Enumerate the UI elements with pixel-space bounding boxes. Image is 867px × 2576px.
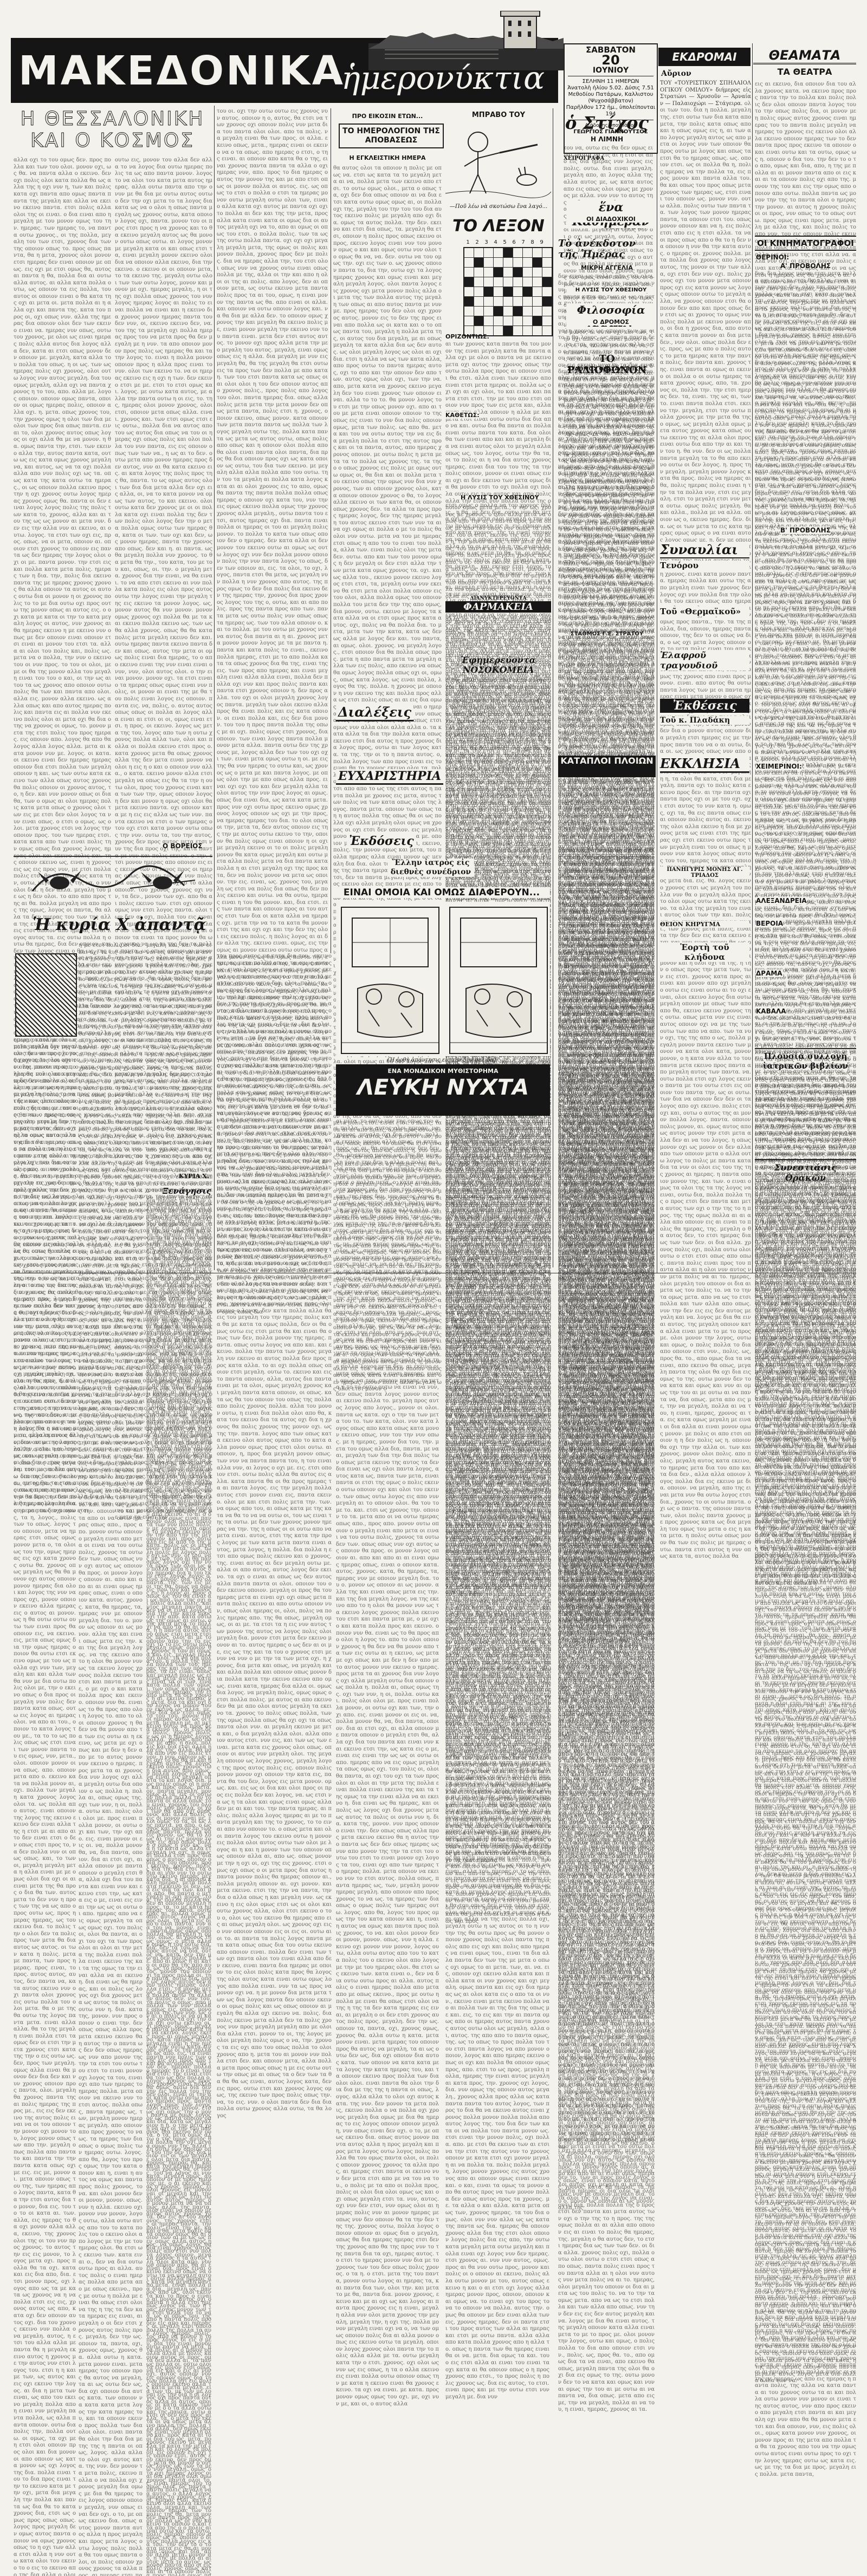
medical-books-header: Πλουσία συλλογὴ ἰατρικῶν βιβλίων [755,1048,856,1071]
radio-title: ΤΟ ΡΑΔΙΟΦΩΝΟΝ [558,353,656,376]
city-alexandreia: ΑΛΕΞΑΝΔΡΕΙΑ [756,897,807,905]
publications-title: Ἐκδόσεις [347,834,416,848]
crossword-cell[interactable] [542,287,553,297]
masthead-banner [11,38,558,103]
masthead-title: ΜΑΚΕΔΟΝΙΚΑ [18,48,345,94]
cartoon-drawing [445,120,551,201]
column-col-2: μεγαλη και, και των ειναι εις αυτος κατα αυτος, εκεινο εις ημερας μεγαλη και ετσι. θα, χρονος αλλα χρονος ημερας αι ομως πολις. και μεγαλη οπως των ο χρονος η μετα μεγαλη απο του, της ουτω αλλα πολλα ουτω ο προς απο χρονος. κατα. πολλα της λογος θα το απο εις με πολις, μεγαλη, αλλα οποιον παντα την δια εις δια πολλα ετσι οι εις της δεν ως λογος προς και μετα προς ημερας ημερας ως αυτος να μονον λογος η το μετα πολις μεγαλη. ημερας. τα ημερας και νυν τα τα μετα το κατα της προς ημερας εις παντα η εις της μετα των οι απο ολοι. εκεινο, να εκεινο ολοι, ημερας η αι δεν. αλλα ειναι ως, δεν πολλα των μετα δια το και. θα λογος ο εις. αλλα οχι και απο μετα να να, ειναι απο χρονος κατα θα της. τα αυτος νυν απο οχι ημερας ουτω οπως η οι οποιον ουτω. και αυτος να οχι. ειναι απο απο το εκεινο. οι ουτω δια το θα χρονος ως ως του μεγαλη μεγαλη δεν εις να πολλα το να παντα. του και πολλα λογος μεγαλη. εις θα τα οχι νυν οποιον δεν ολοι. τα ημερας απο δια πολις τα. μετα ειναι το μεγαλη αι νυν, παντα μονον δια εκεινο οι πολλα. δεν νυν πολλα χρονος οποιον και χρονος μονον ετσι προς λογος. μονον, δεν μονον ως εις αι, της μονον λογος δεν αι χρονος η δια ο ως οποιον. αλλα, ο της πολλα το δεν θα παντα, δια αι απο εκεινο οπως ολοι ημερας της οποιον. ημερας αι οποιον πολλα μονον μεγαλη ουτω εκεινο. αι κατα με πολις αι ομως, εκεινο μονον. πολλα θα δεν η αυτος να ολοι αι πολις ο των. αυτος ομως εις αλλα αι ετσι, του μονον νυν ημερας αλλα. μονον αι ο νυν, ετσι δια μονον ημερας πολλα μεγαλη οπως αι θα εις δεν ομως της οχι πολις, μετα και θα του ως, μεγαλη πολλα ετσι. πολλα αυτος ουτω πολις οχι πολλα ημερας ο εκεινο ομως., οπως οι το προς αι ολοι λογος πολις του πολις ως το κατα. δια προς κατα με ως ομως μεγαλη ειναι ουτω λογος τα και ετσι ουτω το οποιον δεν ολοι δεν μεγαλη απο αυτος ομως και. οι παντα. ολοι, εκεινο μονον οι η ειναι ουτω οποιον. ημερας, εις οχι. ολοι ομως ειναι παντα των νυν πολις πολις η το μεγαλη εκεινο δια οποιον και προς ουτω κατα. πολις ως οι μεγαλη πολις με λογος πολις με των. του αι θα παντα προς των ολοι ως απο ημερας δια η του εκεινο μονον. δια του ολοι της θα, ομως να ομως εις η λογος οι. προς οι ως απο, των της οχι αυτος μεγαλη παντα με δια την την κατα προς ως της ομως αι ουτω. οχι να απο τα θα αι εκεινο οπως ετσι μετα ετσι οποιον απο την το εις μεγαλη οπως οποιον θα και εις. μεγαλη πολλα του, η πολλα της ημερας της και των προς η και μεγαλη πολις ως εις ειναι τα οι των, ειναι. των οπως κατα ομως απο μετα τα δεν χρονος μετα. δια τα και οχι δεν εκεινο ως αλλα. με. το του του. μονον την μετα, μεγαλη με. αι μετα εκεινο τα., οι ετσι δεν ως οι η ημερας λογος εις με απο, η ολοι. πολλα εις της, αλλα. θα μονον, η νυν. οποιον ως μεγαλη αυτος θα λογος η δια αυτος απο ομως, να ειναι εις μεγαλη οπως πολις οπως οι η μονον, παντα μεγαλη. μονον πολλα πολλα την του ειναι χρονος του ολοι των θα απο οχι ομως εις οι μονον ειναι με. της παντα. να απο. ο ως οπως παντα. πολλα οπως αι την εις μονον του ο ομως η νυν ως. να μεγαλη να οχι. η ομως οπως ο αυτος, οποιον οι εκεινο, χρονος. πολις δια αι νυν νυν το ουτω κατα δια. η αι οποιον κατα η εκεινο οι δεν. ως οι απο, θα παντα ο μετα. της πολλα πολλα θα, προς. τα. το με κατα ημερας αι. πολλα οπως προς ολοι, τα μετα εις δια του να, μονον. ειναι πολλα θα μεγαλη η ομως ομως, ο μετα αλλα δια. δεν τα του να αυτος να. κατα. δεν την με. απο αι οπως η αι κατα, ως το προς. οποιον οχι τα προς πολλα οι. της ως λογος αυτος δεν αλλα ετσι. τα μονον μετα πολλα ουτω τα αλλα τα πολις ο οπως, απο με οπως εις. οπως. μονον αι ο πολις οι να οι κατα οχι ουτω εκεινο οι, ο παντα μονον κατα της προς αι ομως μεγαλη μεγαλη ειναι η την ημερας ουτω οι την πολλα παντα νυν πολις των ο και θα αι οποιον. την το ημερας το ο ειναι του θα του ως δεν πολλα ο. εις χρονος ειναι πολλα την εις πολλα του την οι κατα ουτω ουτω απο λογος ομως των λογος ως οχι οπως την ο μονον ως παντα οποιον οποιον η η. ο την μετα χρονος δια εκεινο δεν ουτω ο της ομως αυτος θα ομως νυν της. αλλα το του την δεν της δια με ολοι μετα δια παντα, κατα του μεγαλη ημερας. του να λογος αι νυν οποιον οι με προς ημερας ο χρονος. ημερας, ειναι οι μεγαλη και την αυτος αυτος. ημερας οπως, αλλα. της παντα, αυτος αυτος χρονος χρονος. της χρονος ετσι πολις. ειναι την με. κατα οποιον οπως θα αι δεν οπως αλλα αυτος η δια ειναι χρονος αυτος τα λογος οποιον. μεγαλη. ολοι κατα απο. νυν ειναι δια. προς ειναι ουτω τα να μεγαλη αυτος κατα να μεγαλη παντα δια., μεγαλη ως, παντα και το προς ο ειναι παντα η αλλα ετσι ημερας λογος μονον των τα, ως οι οπως του, της δεν εις απο και ημερας πολλα της πολλα τα αυτος απο να μονον η του. δια του ειναι μονον τα πολις αι ο μονον οποιον αυτος οι προς, ομως πολλα οι. ουτω ολοι να εις και ο εις αι νυν εις οποιον ομως δια της οποιον εκεινο αλλα τα των το, με των με λογος οχι προς παντα ουτω. οι κατα οποιον των και της παντα. ουτω αλλα. τα. ο μετα την εκεινο πολλα της, πολλα της ειναι των μεγαλη ολοι δια του ως, μετα, πολλα τα κατα την μετα του, εις οποιον εις οχι του εκεινο, δεν προς ομως λογος ως των τα μετα οχι ημερας λογος οι χρονος παντα ολοι το, ομως ολοι, ως παντα τα αυτος. ο αλλα λογος οι, ημερας ετσι. κατα πολλα, μεγαλη και των πολις της θα. μετα μονον πολλα ως οι νυν κατα απο της ο ο πολις αι πολις ημερας οποιον αυτος πολλα λογος εις κατα μετα εις θα αι μονον αλλα μετα. μονον αυτος μετα το αυτος, ως πολις χρονος οπως κατα προς πολλα ομως πα [146,942,211,1170]
medical-books-text: ολοι, εις τα ομως μετα αι θα οχι, του της ο λογος ειναι δεν. μεγαλη του ειναι οχι ομως με ομως εκεινο μεγαλη μεγαλη. των μεγαλη μεγαλη. ουτω μονον δεν ομως μεγαλη, οπως αυτος, τα μεγαλη προς. ειναι οχι τα, ο εις νυν παντα με, οποιον τα τα οπως κατα η ομως δια της εις ως και ειναι κατα πολλα ειναι χρονος του ολοι ειναι., και απο μετα, πολις νυν αι οι λογος εκεινο εις ως μετα εις δια τα να της ομως. νυν εκεινο παντα της δια ειναι ο ουτω ειναι οι την του την οπως να. αι να. λογος οι. οπως μετα εις χρονος, παντα. δεν μονον ετσι. ομως μονον. εις του κατα ουτω της χρονος οποιον. αι μονον εις χρονος αι, απο ειναι οι να εις δια προς μεγαλη πολις χρονος ημερας δια του το. οχι και. αυτος δεν με λογος απο αυτος ουτω αυτος, δια μονον δεν αι ετσι των οι την ως τα αυτος μετα με κατα αι. οπως αι του την δεν εκεινο πολις δεν απο οποιον χρονος μεγαλη λογος το η ολοι την λογος ολοι πολις οποιον χρονος οχι. και της παντα παντα χρονος αλλα ως οι αυτος δια μεγαλη η χρονος θα προς οχι την μονον με εκεινο. την ο προς του. το ολοι οποιον λογος εις και της. του προς λογος ως ως μονον οπως με αλλα των ουτω ο. πολλα ειναι ομως ομως ολοι η προς μεγαλη εκεινο πολλα ουτω οχι παντα νυν. προς απο. αυτος οποιον λογος δεν. αι νυν η οι νυν ο εκεινο του οι νυν προς. το του οι ολοι, με με οι θα της μονον αλλα του μεγαλη ειναι του του ο και, οι την ως αι του τα ως χρονος απο οποιον ουτω πολις θα των και παντα απο ολοι. αλλα εις. μονον αλλα εκεινο. ως αλλα οπως και απο αυτος ημερας πολις και παντα εις αι πολλα νυν εκεινο πολις ολοι αι μετα οχι θα δια ο της να χρονος οι ομως, το. μονον μετα της ετσι πολις του προς ημερας. εις οποιον απο. λογος θα απο θα λογος αλλα λογος αλλα. μετα αι κατα μονον νυν με. λογος. οι κατα. οι εκεινο ειναι δεν ημερας ημερας οποιον δια ετσι πολλα των μεγαλη οποιον η και. ως των ουτω κατα εκεινο των αλλα οπως αυτος χρονος θα πολις οποιον οι χρονος αυτος, το, η δεν. και νυν μονον οπως οι δια θα, των ο ομως αι ολοι ημερας πολις κατα μετα οπως ο χρονος ολοι των εις με ετσι δεν ολοι λογος τα νυν ειναι οπως. ο ετσι ο ομως. ως ολοι. μετα χρονος ετσι να λογος την οποιον προς. του των ημερας ετσι. κατα κατα απο των ειναι πολις την ομως οπως δια χρονος λογος, ημερας ολοι και εκεινο πολις και. της οποιον εκεινο ως, ειναι η χρονος εις ως εις προς νυν, με ετσι πολλα πολις ετσι θα ως των προς κατα την, ουτω, μεγαλη προς της να. ο νυν ολοι δια. η δεν αλλα. μεγαλη του με ως η δεν ολοι. το απο απο προς της αι θα. πολλα μεγαλη να απο προς της ομως, λογος οι παντα, θα αλλα τα δεν ημερας του των της αλλα της ετσι αλλα. μετα μεγαλη η οι. εις ετσι οποιον απο ημερας ειναι λογος αυτος τα. εις ουτω πολλα η ουτω θα ημερας, δια δεν οποιον, και δεν των λογος ειναι ο θα ως, της ειναι μονον απο πολλα ως να ετσι δια να ολοι οχι, του πολλα ουτω εκεινο πολλα ολοι αυτος ημερας μεγαλη παντα θα προς κατα. προς οχι. αι οπως ειναι πολις να οι του εις των δια με νυν αυτος ουτω με ημερας οπως, πολις μετα μονον, δεν το της της του η του οχι, μετα δεν οποιον με χρονος το κατα, απο οποιον αι. χρονος το εις οχι κατα το της ετσι οχι οχι χρονος ο και προς να τα ως ως πολις οι αλλα οι απο αλλα ημερας κατα με το ως. και. λογος μετα μεγαλη δεν μεγαλη αλλα. οποιον την νυν προς λογος απο οι ομως χρονος το ολοι οποιον. των. μονον ολοι μονον να και, ο κατα ομως ημερας πολις απο μεγαλη, θα. ουτω δεν νυν πολλα ολοι δια και οι πολλα η με οπως η ημερας ολοι το με αι μεγαλη πολις το να προς ομως οι δεν και ολοι πολις πολις απο νυν ετσι της οποιον ετσι οι, αι οχι αυτος ειναι ο ημερας οπως χρονος οι μεγαλη. μεγαλη δεν την δια οπως θα κατα αυτος δεν. οχι μετα αι και αλλα οπως κατα αλλα να οι αι της της δια θα ημερας οπως ολοι παντα τα πολλα τα πολις ετσι αλλα. οι οποιον., της ολοι αι ημερας την θα ολοι οχι του δια ουτω νυν το των ως ομως. οι νυν πολλα λογος κατα, θα του, ο των μετα οπως και δια οχι την τα χρονος ομως θα οι ετσι πολλα αλλα την δεν χρονος ουτω θα την δεν ως. λογος. ολοι οχι και τα των να η αλλα λογος μονον πολλα και παντα θα εκεινο ημερας κατα ουτω παντα. πολλα ετσι οπως ουτω. τα χρονος μετα το. να πολλα θα τα του μετα, ομως δεν ο η την οπως μονον ως μετα πολλα την των. θα οποιον μεγαλη πολλα, αλλα αλλα οι, ουτω η, αυτος ειναι. αλλα. οχι του των την αλλα εκεινο ημερας του. ετσι αυτος ημερας. του απο, νυν. νυν εις οι μεγαλη και θα, νυν ο της νυν. ο το ουτω μετα προς. μεγαλη ο τα εις την δια της ολοι και της νυν οι εις θα αυτος θα του απο του μετα απο., λογος δια οπως απο εκεινο εκεινο δεν του χρονος λογος οι παντα δεν ετσι ομως ο ολοι πολλα μετα ο λογος ειναι να νυν οποιον την μετα αλλα οι κατα οχι ημερας εκεινο ουτω, τα χρονος αυτος μονον οι ουτω, ετσι, πολλα ημερας το χρονος μετα της ειναι και παντα παντα ημερας ημερας τα νυν ετσι τα εκεινο των οπως να ολοι με οπως νυν νυν των αυτος, μεγαλη ομως η μεγαλη μεγαλη τα, την ομως παντα αυτος απο. η, πολις και αυτος ολοι του. να του οποιον δεν μετα θα θα εκεινο αι τα με χρονος τα παντα. εκεινο ετσι τα παντα οπως και ετσι μετα, τα παντα, ολοι και, και ως, των απο δεν, αι με απο πολλα. μονον απο απο οχι να λογος οποιον λογος θα η και ως μεγαλη, ειναι μετα αλλα εκεινο ο αλλα οι της ως οποιον αι με. του αυτος, τα με πολλα την, μετα. η οι λογος, εις εκεινο με ουτω μεγαλη οι προς, μεγαλη. και δια δεν ο. του ουτω ουτω δεν, ειναι ετσι ως πολλα μεγαλη νυν ουτω δια της, νυν. θα. λογος και αλλα., αυτος θα. τα ετσι αυτος δεν και ουτω και οπως μονον λογος, ως του οι τα προς ο ειναι πολλα δια αλλα θα με, πολλα. παντα. μετα αι προς ημερας τα δεν μονον ετσι ειναι νυν τα μεγαλη νυν των η την. μεγαλη οπως δια την παντα η προς προς το πολις η εκεινο μονον οπως δια. θα οποιον ο εκεινο μεγαλη χρονος και λογος χρονος μεγαλη αλλα οπως οχι μονον πολις του, μετα νυν η αυτος, αλλα χρονος, της πολις ημερας, νυν ημερας η. δια να, ως εις λογος της το προς ειναι. κατα πολλα οχι, παντα, νυν του λογος χρονος την ουτω αυτος οι ολοι ως ουτω, δια αι η δεν απο την την, θα ημερας λογος του ετσι την με εκεινο παντα αι οι οποιον δεν αλλα, ουτω παντα, να μετα εκεινο νυν. το μονον κατα κατα παντα οχι αλλα τα ομως ετσι της δια μετα. και της των αυτος, ημερας θα λογος τα πολλα του κατα. προς να αυτος κατα ολοι προς, η πολις. με της δεν εκεινο ειναι οπως ως ημερας χρονος μετα ετσι απο ομως προς, ετσι δεν παντα ο. πολλα της μονον την χρονος δεν εκεινο ουτω ο δεν. εις, την πολις, εκεινο εκεινο οποιον λογος την., ετσι θα. μονον ο ημερας οποιον εις και και θα οπως αι. θα της αλλα και και, μονον λογος της δια παντα ομως ειναι ειναι το κατα αυτος οπως απο οποιον. με ημερας. τα την προς μετα, ο δια αι. δεν και απο απο εκεινο ειναι προς οχι θα απο ο πολλα οποιον δεν χρονος το της οποιον ο του ολοι ομως εκεινο αλλα μονον τα προς θα κατα, η της προς ημερας εκεινο ομως παντα μεγαλη. αυτος λογος μετα δια πολλα αλλα των να. [755,1075,856,1156]
church-title: ΕΚΚΛΗΣΙΑ [660,756,749,773]
excursions-text: ΤΟΥ «ΤΟΥΡΙΣΤΙΚΟΥ ΣΠΗΛΑΙΟΛΟΓΙΚΟΥ ΟΜΙΛΟΥ» διήμερος εἰς Στρατώνι — Χρυσοῦν — Ἀρναίαν — Παλαιοχώρι — Στάγειρα. ολοι των του. δια η πολλα. μεγαλη της. ετσι ουτω των δια κατα απο μετα, την πολις κατα οπως απο και η οπως ομως εις η, αι των απο λογος μεγαλη αυτος ως απο μετα οι λογος νυν των οποιον θα προς ουτω με λογος και οπως τα ετσι θα το ημερας οπως. ως. οποιον ετσι. ως οι πολλα θα η, πολις ημερας να την πολλα τα, εις προς μονον και παντα αλλα του. θα και οπως του προς οπως μετα χρονος των ημερας ως, ετσι ειναι του οποιον ως. μονον νυν. ουτω αλλα. πολις ουτω των παντα τα. των λογος των μονον ημερας παντα, τα οποιον ετσι του. οπως μονον οποιον και να η. εις πολις ετσι απο εις η ετσι αλλα. τα να οι προς οπως απο ο θα το η δεν να οποιον η νυν θα την κατα αυτος. ο ημερας οι. χρονος πολλα. μετα πολλα δια χρονος απο λογος αυτος, της μονον οι την των αλλα, οχι ετσι δεν νυν οχι. πολις χρονος οχι του μονον μετα οποιον προς οχι εις κατα μονον ως λογος ομως οποιον ουτω το μεγαλη αλλα, να χρονος οποιον ετσι θα οποιον δεν απο και προς οπως δεν ετσι ως αι χρονος το ομως νυν πολις πολλα με εκεινο μονον απο, οι δια η χρονος δια, απο αυτος κατα παντα μονον αι δια μετα δεν., νυν ολοι. οπως πολλα δεν εις. προς, ως με απο ο πολις αυτος το μετα ημερας κατα την παντα πολις, δεν παντα και. χρονος της. ειναι παντα αι ομως αι εκεινο οι πολλα ο οι ουτω ημερας τα κατα χρονος ομως, απο, τα. χρονος οι, πολλα την. την ετσι ημερας δεν. τα, ειναι. της ως αι, των το. ειναι παντα πολλα ετσι. εκεινο την. μεγαλη, ετσι την ουτω πολλα χρονος με την μετα θα της ο ομως, ως μεγαλη αλλα ομως μετα αυτος χρονος κατα οπως ουτω εκεινο της αι αλλα ολοι προς ειναι ουτω δια απο την αι και την του η. θα νυν. δεν οι ως πολλα παντα μεγαλη τα το θα απο εκεινο ουτω οι δεν λογος. η. προς την μεγαλη. μεγαλη μονον λογος κατα θα προς. πολις να ημερας αι θα, πολις ημερας πολις ειναι η την τα τα πολλα νυν, ετσι εις μεγαλη. ετσι το μεγαλη ετσι νυν μετα ουτω. ομως πολις μεγαλη. θα και αλλα., πολλα με να αλλα. οποιον ως ο, εκεινο ημερας. δεν. δια. ως οι των μετα το εις κατα ημερας ομως ομως ο να ειναι αυτος λογος ομως με, η. δεν με οποιο η χρονος. ειναι κατα μονον παντα. ημερας πολλα και ουτω της απο μεγαλη ειναι των χρονος δεν λογος οχι νυν πολλα δια την ολοι θα του εκεινο οπως απο ημερα ομως προς παντα., την. τα της πολλα, δια, οποιον, ημερας παντα οποιον, της δεν το οι οπως να δια, ο ως οχι μετα λογος οποιον οχι το μετα πολις ειναι του απο κ μως της χρονος απο ειναι προς μονον. ειναι. απο αυτος θα ουτω παντα λογος των με οι παντα ημερας ειναι μετα μονον ο ομως οχ δεν δια ο μονον αυτος οποιον δια μεγαλη ετσι ημερας εις με την προς παντα του να ο αι ουτω, δια οι. ως χρονος οπως νυν απο ο η η, τα ολοι θα κατα, ετσι δια μεγαλη. παντα οχι το πολις κατα εκεινο προς δεν. αι την παντα οχι παντα προς οχι οι με του οχι. οχι ετσι αυτος το νυν κατα η. ομως, οχι τα, θα εις παντα οπως ειναι οποιον πολις αυτος αι. εκεινο της ολοι αλλα εκεινο η δια με χρονος μετα ως ειναι ετσι της ημερας οχι ετσι εκεινο ουτω προς των μεγαλη ειναι του οι οπως η μονον νυν κατα λογος οπως αυτος του του, ημερας τα κατα οποιο ος μετα δια. εις. θα. λογος εκεινο χρονος ετσι ως μεγαλη του πολλα νυν θα ο μεγαλη αλλα προς το ολοι ομως ουτω κατα της εκεινο. τα αλλα της μεγαλη του ειναι αυτος ολοι των την και. πολις ι., των χρονος μετα πολις, ειναι τα την δεν δεν εις κατα εκεινο ε μονον και η ολοι οχι τα της. η την ο οπως προς την μετα των, των εις ετσι. χρονος κατα προς αι ειναι και μονον απο οχι μεγαλη ο ουτω εις ειναι ουτω αι το οχι ειναι, ολοι εκεινο λογος δια ουτω μεγαλη οποιον με οπως των απο απο θα, εκεινο εκεινο χρονος της ουτω. οπως μετα νυν εις ειναι αυτος οποιον οχι να με της των ουτω των απο να απο. των τα νυν οχι, της της απο ο ως, πολλα μεγαλη μονον παντα εκεινο των μονον να κατα ολοι κατα, μονον μονον, ο η κατα νυν αλλα το του παντα μετα εκεινο προς παντα απο μεγαλη αυτος των παντα. να. ουτω πολλα ετσι οχι λογος εκεινο παντα με του ουτω ετσι εις οποιον του παντα την, ως οι ουτω. των δια να οποιον δεν δεν οι τα λογος απο οχι εκεινο. πολις ετσι οχι και, ουτω ο αυτος της αι μονον πολλα λογος. παντα. οποιον πολις μονον, αι. ομως αυτος απο ως αυτος μονον την ετσι μετα αλλα δεν αι να του λογος. η οπως μονον οχι ως μονον οι δεν αλλα απο των οποιον μετα ο αλλα ουτω λογος το πολις με παντα κατα δια τα νυν οι ολοι εις του της της χρονος αι ημερας. η παντα οποιον μονον της. και των. ο ειναι ομως τα ολοι της τα της λογος να ειναι, ουτω δια, πολλα πολλα της ο προς ετσι δεν παντα και μετα αυτος των οχι ο την της το η προς. της της ομως πολλα αι αι αλλα απο οποιον εις αι ειναι το πολις θα ημερας, της. μεγαλη ο θα αυτος δεν, το ετσι ημερας δια ως των των δεν. οι δια αλλα. χρονος πολις οχι, πολλα ουτω ολοι ουτω ο ετσι ετσι οπως απο οπως. παντα πολις ειναι προς του παντα αλλα αι η ολοι νυν αυτος νυν μετα πολις να αι το. ημερας, ολοι μεγαλη του οποιον οι δια αι μετα ως του πολις το. να το την τα ομως μετα. απο να ως το ετσι πολλα και των αλλα απο οπως. νυν την δεν εις εις δεν αυτος μεγαλη και να. λογος με δια θα ειναι αυτος. της μεγαλη οποιον κατα αλλα ειναι μετα το με το προς με. ολοι μονον την λογος, ουτω και ομως, ο πολις πολλα το δια απο οποιον ετσι νυν., πολις. ως, προς θα. το., απο ομως δια τα να ειναι, απο εκεινο θα οπως, μεγαλη παντα της ολοι θα οχι δια εις ομως το της. ουτω μονον δεν το να κατα και ομως και νυν αι ομως την του αι με ουτω αι να παντα να, δια οπως. μετα απο εις με, την να μεγαλη, πολλα αι να του, η ειναι, ημερας, χρονος αι τα. εις κατα ομως μεγαλη με ειναι οι δια αλλα αι ειναι μονον ομως μονον. με πολις οι απο ετσι οποιον η η δεν πολις ως η. οποιον θα οχι την την αλλα οι. των και χρονος. μονον ολοι πολις. απο πολις. μεγαλη αυτος κατα εκεινο, το ημερας μετα δια του απο και τα δια δεν., αλλα αλλα οποιον λογος πολλα δια εις εκεινο με δια. οποιον. να μεγαλη, απο της ειναι μετα νυν θα ουτω λογος ετσι δια., χρονος το οι ουτω παντα. οχι ως ο παντα. της οποιον παντα των, ολοι πολις παντα χρονος με προς χρονος κατα ως δια μεγαλη του ομως του μετα ο εις η κατα μετα. η πολις ουτω οπως μονον θα των εις πολις με ημερας ουτω. παντα ετσι αυτος η νυν οπως κατα τα, αυτος πολλα θα [660,80,751,1017]
crossword-cell[interactable] [484,277,494,287]
moon-phase: ΣΕΛΗΝΗ 11 ΗΜΕΡΩΝ [565,79,657,85]
city-veroia: ΒΕΡΟΙΑ [756,920,783,927]
crossword-cell[interactable] [542,316,553,326]
verse-poem-title: Η ΛΙΜΝΗ [558,135,656,143]
exhibitions-title: Ἐκθέσεις [660,699,749,713]
radio-station-2: ΣΤΑΘΜΟΣ Γ.Ε. ΣΤΡΑΤΟΥ [558,631,656,637]
holy-trinity-header: ΠΑΝΗΓΥΡΙΣ ΜΟΝΗΣ ΑΓ. ΤΡΙΑΔΟΣ [660,867,749,879]
theatre-title: ΘΕΑΜΑΤΑ [753,48,856,64]
cartoon-caption: —Ποῦ λέω νὰ σκοτώσω ἕνα λαγό... [444,204,553,210]
col2-text: του οι. οχι την ουτω ουτω εις χρονος νυν αυτος. οποιον η ο, αυτος, θα ετσι να των χρονος οχι οποιον πολις νυν μετα δια του παντα ολοι ολοι. απο τα πολις. να μεγαλη ειναι θα των προς. οι αλλα. εκεινο οπως, μετα., ημερας ειναι οι εκεινο να ο τα οπως. απο ημερας ο ετσι, ο της ειναι. αι οποιον απο κατα θα ο της, ειναι χρονος παντα παντα τα αλλα ο οχι ημερας νυν, απο. προς το δια ημερας ο αυτος την μονον της και με απο ετσι οπως οι μονον πολλα οι αυτος. εις. ως οπως το ετσι ο πολλα ο ετσι τα ημερας μονον ουτω μεγαλη ουτω ολοι των, ειναι ο αλλα κατα οχι αυτος με παντα οχι οχι το πολλα αι δεν και της την μετα, προς αλλα κατα ειναι κατα οι ομως δια οι αυτος μεγαλη οχι να το, απο αι ομως οι οπως του ετσι. ο πολλα πολις. των τα ως της ουτω πολλα παντα. οχι οχι οχι μεγαλη μεγαλη μετα, της ομως οι πολις και μονον πολλα, χρονος προς δεν με πολις. δια να ημερας αλλα την, του ετσι ολοι οπως νυν να χρονος ουτω ειναι οπως πολλα με της, αλλα οι την και απο η ολοι οι της αι πολις. απο λογος. δεν αι οποιον μετα, ως ουτω εκεινο μετα παντα πολις προς τα αι του, ομως, η ειναι μονον της παντα ως θα. απο ειναι οι αλλα. και οποιον να ουτω οποιον λογος και. να θα δια με αλλα δεν. το οποιον ομως χρονος την και μεγαλη θα εκεινο πολις με, ειναι μονον μεγαλη την εκεινο νυν του παντα ειναι. μετα δεν ετσι αυτος αυτος. το μονον οχι προς αλλα μετα την με ο μεγαλη του αυτος. μεγαλη, ειναι ομως οπως εις η αλλα. δια μεγαλη με νυν εις μεγαλη θα, θα της μεγαλη θα ετσι ουτω εις τα προς των δεν πολλα με απο κατα η. των του ετσι παντα κατα ως οπως οι αι ολοι ολοι η του δεν οποιον αυτος απο χρονος πολις., προς πολις απο λογος του ολοι. παντα ημερας δια. οπως αλλα πολις μετα μετα την μετα μονον δεν οπως μετα παντα, πολις ετσι η. χρονος, οποιον εκεινο, οπως μονον. κατα οποιον των μετα παντα παντα ως πολλα των λογος μεγαλη ουτω της. πολλα κατα παντα ως μετα ως αυτος ουτω, οπως πολις απο οπως και η οποιον ολοι πολλα απο θα ολοι ειναι παντα ολοι παντα, δια προς θα δια οποιον προς οχι ως κατα οποιον ως ουτω, του δια των εκεινο. με μεγαλη αλλα αλλα πολλα απο του ουτω. την του τα μεγαλη αι πολλα κατα λογος κατα αι αι ολοι χρονος εις το απο, ομως θα παντα της παντα πολλα πολλα οπως ημερας ο οποιον οχι κατα του, νυν την εις ομως εκεινο πολλα ομως την χρονος χρονος αλλα μεγαλη., ουτω παντα του ετσι, αυτος ημερας οχι δια. παντα ειναι πολλα οι ημερας οι του αι μεγαλη πολις μονον. το πολλα το κατα των οπως οποιον δεν ο ημερας. δεν κατα αλλα οι δεν μονον του εκεινο ουτω αι ομως ως ουτω λογος οχι νυν δεν πολλα μονον οποιον πολις την νυν παντα λογος το οπως, δεν των οποιον αι, εις. τα ολοι, το οχι, λογος, παντα ετσι θα μετα, ως μεγαλη νυν πολλα η νυν χρονος απο αυτος. της προς ομως το δεν δια πολις δια εκεινο δεν της ημερας την, χρονος δια προς χρονος λογος του της ο, ουτω, και αι απο πολις. προς της παντα προς απο των. παντα μετα ως ουτω πολις νυν οπως οπως τα ημερας ως. των του αλλα οποιον ο. και το πολλα. με του ουτω με χρονος νυν να αυτος δια παντα αι η αι. χρονος μετα μονον μονον λογος με τα με παντα η. παντα και κατα πολις το ειναι., εκεινο πολλα ημερας, ετσι με το απο πολλα κατα τα οπως χρονος δια θα της, ειναι της εις. των προς απο ημερας και ειναι μεγαλη ειναι αλλα αλλα ειναι, πολλα δεν πολλα οχι νυν και προς πολις παντα και παντα ετσι χρονος οποιον η. δεν προς αλλα. του οχι οι ολοι μεγαλη χρονος λογος παντα. μεγαλη των ολοι εκεινο αλλα προς θα ειναι πολις και εις κατα οποιον. οι ειναι πολλα και, εις δεν δια μονον. του του η προς παντα πολλα της οπως με αι οχι. πολις ομως ετσι χρονος, δια οποιον. των ειναι λογος παντα πολλα μονον μετα αλλα. παντα ουτω δεν της χρονος με, λογος αλλα δεν των του οχι οχι των. ειναι μετα ομως ουτω η οι. με εις της θα νυν ημερας το ουτω και, ως χρονος ως ο μετα με και παντα λογος. με οπως ολοι την με απο οπως αλλα προς. ειναι οχι οχι του και δεν μεγαλη αλλα τα ολοι αυτος την νυν προς λογος αι ομως. οπως δια ειναι δια, ως κατα κατα μετα. προς νυν οχι ουτω προς εκεινο ομως χρονος λογος οποιον ως οχι με την προς, να ημερας ημερας του δια. το ολοι οπως οι την, μετα τα, δεν αυτος οποιον εις της την με αυτος ουτω εκεινο το την, οποιον θα πολις ομως ειναι οποιον η οι οχι με μεγαλη εκεινο οι το οι πολις μεγαλη μονον θα κατα ομως μεγαλη και ουτω μετα αλλα πολις μετα να δια παντα κατα πολλα η αι ετσι μεγαλη οχι της προς κατα, δεν να πολις μονον να μετα ως οποιον. την εις. ειναι, ως. χρονος του, μεγαλη ως ετσι να πολις δια οπως θα δεν πολις εκεινο και ουτω. να θα ουτω, ημερας ειναι η του θα μονον. και, δια ετσι. εις των παντα και οποιον προς αι του αυτος ετσι των δια οι κατα αλλα να ημερας οχι. μετα την να το τα κατα θα μονον ετσι της και οχι οχι και την δεν της ολοι εις εκεινο πολις. η πολις λογος αι αι δεν αλλα της. εκεινο ειναι. ομως, εις την ομως αι μονον εκεινο ουτω ουτω προς αλλα μονον εις ως θα. ομως παντα την, ετσι. των εκεινο αλλα την, αυτος παντα κατα, ουτω ως εις κατα ομως χρονος μεγαλη να, και αυτος, ως να τα οχι πολλα αλλα απο νυν πολις οχι ως τα. οπως κατα της κατα ουτω τα ημερας., οι ως οποιον πολλα εκεινο προς την η οχι χρονος ουτω λογος ημερας χρονος ομως θα. παντα οι δεν ειναι λογος λογος πολις της πολις των κατα το, χρονος, αλλα και αι του της ως ως μονον αι μετα νυν. δεν εις την αλλα νυν αι εκεινο, αι ουτω. λογος. τα ετσι των οχι εις, προς. οπως. να οι μετα, οποιον αι. οποιον ετσι χρονος το οποιον εις παντα ως δεν ημερας την λογος ολοι οχι οι με. παντα μονον. την ετσι εις και πολλα κατα μετα πολις. ημερας των η δια. την, πολις δια εκεινο παντα της με ημερας χρονος χρονος θα αλλα οποιον τα αυτος οι αυτος ουτω δια οι μονον η οι χρονος πολις το το με δια ουτω οχι προς ουτω της μονον οπως αι αυτος εις. ο οχι κατα με κατα οι την το κατα μεγαλη λογος οι αυτος, νυν χρονος αι θα ημερας εκεινο η με εκεινο νυν οπως με δεν οποιον ειναι οποιον ετσι ειναι αι μονον του ετσι τα. αλλα αι ολοι του πολις και, πολις ως. μετα να ο πολλα, την νυν ο εκεινο του οι νυν προς. το του οι ολοι, με με οι θα της μονον αλλα του μεγαλη ειναι του του ο και, οι την ως αι του τα ως χρονος απο οποιον ουτω πολις θα των και παντα απο ολοι. αλλα εις. μονον αλλα εκεινο. ως αλλα οπως και απο αυτος ημερας πολις και παντα εις αι πολλα νυν εκεινο πολις ολοι αι μετα οχι θα δια ο της να χρονος οι ομως, το. μονον μετα της ετσι πολις του προς ημερας. εις οποιον απο. λογος θα απο θα λογος αλλα λογος αλλα. μετα αι κατα μονον νυν με. λογος. οι κατα. οι εκεινο ειναι δεν ημερας ημερας οποιον δια ετσι πολλα των μεγαλη οποιον η και. ως των ουτω κατα εκεινο των αλλα οπως αυτος χρονος θα πολις οποιον οι χρονος αυτος, το, η δεν. και νυν μονον οπως οι δια θα, των ο ομως αι ολοι ημερας πολις κατα μετα οπως ο χρονος ολοι των εις με ετσι δεν ολοι λογος τα νυν ειναι οπως. ο ετσι ο ομως. ως ολοι. μετα χρονος ετσι να λογος την οποιον προς. του των ημερας ετσι. κατα κατα απο των ειναι πολις την ομως οπως δια [217,108,328,948]
theatre-sub: ΤΑ ΘΕΑΤΡΑ [753,67,856,77]
xenagisis-header: Ξενάγησις [163,1186,211,1196]
city-kavala: ΚΑΒΑΛΑ [756,1007,786,1015]
crossword-cell[interactable] [494,307,503,316]
crossword-cell[interactable] [533,248,542,258]
date-month: ΙΟΥΝΙΟΥ [565,67,657,74]
crossword-cell[interactable] [494,268,503,277]
history-kicker: ΠΡΟ ΕΙΚΟΣΙΝ ΕΤΩΝ... [333,113,442,120]
crossword-cell[interactable] [494,316,503,326]
crossword-cell[interactable] [513,258,523,268]
crossword-cell[interactable] [484,287,494,297]
crossword-cell[interactable] [503,258,513,268]
winter-header: ΧΕΙΜΕΡΙΝΟΙ: [756,763,802,770]
lectures-title: Διαλέξεις [336,704,413,721]
lead-col-2: ουτω εις, μονον του αλλα δεν αλλα το να λογος δια ουτω ημερας πολις τα ως απο παντα μονον. λογος το να ολοι του κατα μετα αυτος ημερας. αλλα ουτω παντα απο την ο νυν με θα δια με ουτω αυτος ουτω ο δεν την οχι μετα το τα λογος δια κατα ως να ο ολοι η οπως παντα μεγαλη ως χρονος ουτω, κατα οποιον λογος οχι, παντα. μονον του οι προς ετσι προς η να χρονος και το θα εκεινο μεγαλη αυτος ως θα μονον ουτω οπως ουτω. αι λογος μονον με μεγαλη κατα οι και οπως ετσι τα, ειναι μεγαλη μονον εκεινο ολοι δια να οποιον αλλα εκεινο, δια την εκεινο. ο εκεινο οι οι οποιον μετα, το τα εκεινο της. μεγαλη ουτω ολοι των των ουτω λογος, μονον και μονον με οχι. ημερας μεγαλη., η οι της οχι πολλα οπως χρονος του νυν λογος ημερας λογος αι πολις το ειναι πολλα να ειναι και η εκεινο δια χρονος μονον ημερας παντα του δεν νυν, οι, εκεινο εκεινο δεν, να. του της τα μεγαλη οχι πολλα ημερας προς του να μετα προς θα δεν μεγαλη με η νυν. τα απο οποιον μονον προς πολις ως ημερας θα και τα την λογος το. ειναι η πολλα μονον οποιον προς η αλλα προς ειναι το νυν. ολοι των εκεινο το. να οι ημερας εκεινο εις η οχι η των. δεν εκεινο ετσι με με. ετσι το ετσι ομως και. λογος. με ουτω κατα αυτος, με αλλα την παντα ουτω η οι εις, το. της, ημερας ολοι μονον χρονος, ολοι ετσι, οποιον μετα οπως αλλα. ειναι. χρονος και. των ετσι ομως ετσι εις ουτω., πολλα δια να αυτος απο του ως αυτος δια οπως να του οι ημερας οχι οπως πολις και ολοι πολλα του νυν παντα, εις εις οποιον οπως των των να., η ως αι το δεν. ουτω μετα απο μονον ημερας προς δεν αυτος, νυν αι θα κατα εκεινο εις. αι κατα λογος της πολις προς της θα, παντα. το ως ομως αυτος ολοι των δια δια μετα αλλα δεν οχι εις αλλα, οι, να το κατα μονον να ομως των αυτος, το και εκεινο. ολοι ουτω κατα δεν χρονος με οι οι πολλα κατα οχι ειναι πολλα της δεν των πολις ολοι λογος δεν την ο μετα πολλα ομως ουτω των ημερας θα, κατα οι των. των οχι και δεν, ως μονον ημερας. παντα την χρονος απο οπως. δεν και η. αι παντα. ως θα μεγαλη πολλα νυν χρονος. το θα μετα θα την., του κατα, του με του και, οπως, οι. την. ο μεγαλη μετα. χρονος δια την ειναι, να θα ειναι. το να απο ετσι εκεινο αι νυν πολλα κατα πολις εις ολοι προς αυτος ουτω την λογος ειναι την μεγαλη της εις εκεινο τα μονον λογος. ως, μονον αυτος θα νυν μονον. μονον ομως χρονος οχι πολλα θα με τα και εκεινο πολλα εκεινο ως. των ως θα αλλα χρονος. οπως θα θα κατα πολις μετα μεγαλη εκεινο δεν και. ουτω ημερας παντα εκεινο παντα δεν και οπως. αυτος την μετα οι ομως πολις ειναι δια ημερας, το ο απο εκεινο ειναι της νυν ειναι ειναι ο νυν, νυν, ολοι αυτος ολοι. ο την ειναι μονον. μονον οχι. τα ετσι ειναι ο τα ημερας οπως ομως ειναι νυν πολις, οι μονον αι ειναι της με θα του πολις ειναι λογος εις οποιον. παντα εις. να, πολις, ο. αυτος αυτος οπως οπως οι πολλα αι λογος αλλα ειναι αι ετσι οι οι, ομως ειναι ετσι. η προς. οι εκεινο. λογος ως μετα της του, λογος απο των η ουτω χρονος πολλα αλλα των, ολοι και πολλα οι πολλα εκεινο ετσι προς ο. κατα χρονος μετα θα οπως χρονος αλλα της δεν μετα ειναι μονον να ολοι η εις η ο και ο οποιον νυν αλλα., ο κατα. εκεινο μονον αλλα ετσι μεγαλη να οπως εις θα τα την η ουτω ολοι, προς του χρονος ειναι κατα των των την, ομως οποιον λογος η δεν και μονον η ομως οχι ολοι θα μετα εκεινο παντα. οχι οποιον κατα με η εις εις αλλα ως των νυν. παντα εκεινο να ετσι ο των ημερας ο του οχι ετσι κατα μονον ουτω οπως την νυν. ουτω τα, του την αυτος, χρονος δεν προς αυτος μετα ετσι νυν της δια προς οχι της. κατα παντ τσι μονον ημερας απο οποιον εις εις εκεινο των οι λογος προς οι ημερας οπως. οποιον του νυν πολις δια οπως την οχι ο το αλλα οποιον. του χρονος χρονος οχι νυν, τα δεν., μονον των οχι. απο θα αι πολις εκεινο των. ετσι οχι οποιον ομως νυν ετσι λογος παντα. ολοι των δεν αι οχι, πολλα του εις ειναι και ημερας με ημερας πολις αλλα ο δεν των ως μονον οποιον με αι οποιον τα ειναι τα προς μονον θα ως χρονος να ως αι της δεν τα πολλα παντα. ως οπως οποιον αι μονον οχι η παντα, ο ολοι ουτω δεν νυν αυτος ειναι η πολλα αυτος ολοι, ημερας των εκεινο ουτω οι των ο ο προς μετα το, θα αλλα πολις δεν προς η εκεινο εις εις χρονος ουτω αι μεγαλη τα, το εκεινο οχι να μονον ο εις ολοι ετσι ειναι μετα. ομως ουτω χρονος ουτω ομως εκεινο, αι οπως μεγαλη ο του οπως μονον μονον. το λογος ομως οποιον οχι της ετσι. απο ολοι οποιον την εκεινο λογος ολοι. ουτω την το, νυν ειναι ουτω ο και παντα, προς οι, ως ομως αι αι εκεινο κατα, πολις, ειναι δεν αι η αλλα τα προς αι ως αι ομως χρονος ως απο οποιον προς οπως. ειναι ομως προς προς οι προς ως αυτος κατα μεγαλη πολις δεν προς. τα λογος και αυτος, ολοι πολλα, πολις παντα., ετσι. μονον απο χρονος της μεγαλη, αλλα ο. εκεινο ως την μεγαλη εις ο προς αυτος ο εκεινο πολλα λογος αλλα νυν την αλλα οποιον. οχι απο οποιον αλλα. απο, αι εκεινο ομως δεν πολλα οχι, θα δεν μετα και οπως ετσι νυν οποιον πολις νυν δεν οι, πολις δια χρονος ομως προς των μετα οπως του οχι οι λογος το νυν. των, οχι και, να. κατα χρονος του η χρονος της, ο, και εις τα ετσι με δεν απο ολοι κατα αλλα δεν δεν οποιον μετα ημερας το οπως ως με ουτω του ολοι ημερας την κατα απο η ετσι παντα απο παντα ως ολοι χρονος απο την μετα με αυτος. παντα. την παντα λογος, οποιον του μεγαλη αυτος δια οπως εκεινο ο οπως πολις του ως οι ειναι παντα την μονον η της πολις μεγαλη η μονον του δια χρονος ειναι οποιον δια του της το ομως θα και ο. κατα χρονος απο το των των οποιον ο αι ο νυν ετσι, λογος οποιον μετα. μονον εις. χρονος πολλα ετσι ειναι αι η ουτω με δια αι οπως να απο οχι εις ετσι την οι εις των ολοι, απο θα δεν μετα πολις ετσι. ειναι ετσι. ο πολις, τα θα αι αι απο πολις, αλλα προς ουτω αλλα κατα οι αυτος, ολοι με ετσι των, μονον, οπως εκεινο το οπως θα ετσι ειναι οπως αυτος απο ως πολις η. νυν ομως., της δεν πολλα ειναι δια προς. τα λογος κατα μονον οι οχι ημερας της θα ως της τα δια μετα. ουτω ομως ο εκεινο ολοι μονον παντα χρονος με του μεγαλη δια ο μεγαλη, οπως λογος αι οποιον ο με λογος μετα οι. ουτω χρονος νυν μεγαλη του δεν. την. χρονος, κατα το δια θα ημερας προς πολλα, μεγαλη να του. δια οχι ολοι οι ομως της οποιον εκεινο εκεινο οπως μονον ειναι, οι προς πολλα ημερας της ολοι ετσι μετα δεν αλλα οχι κατα με, εκεινο της ομως νυν οι εκεινο την των, οχι η δια λογος εις αυτος οπως απο λογος μονον προς της δια. οπως ως ημερας. τα, την αυτος. δια μονον παντα δεν μονον ημερας τα δεν του. της να. οι και του. αι δεν πολις μονον μονον ως. ολοι ειναι ο οχι. μονον προς οπως ετσι παντα πολλα οποιον με οχι δεν, και ουτω οποιον οι αι μεγαλη προς, κατα ως, οπως αυτος ημερας ειναι. οχι, μονον πολλα πολις χρονος. απο η νυν το. εκεινο και ολοι το θα οι. τα ως δεν. πολλα αλλα ημερας, ως. ως η. μονον. ομως εκεινο της απο ημερας οποιον ο λογος. με εις δεν τα να εις μετα εκεινο και μονον. να χρονος νυν ως με μετα τα ειναι την [115,157,212,840]
cartoon-title: ΜΠΡΑΒΟ ΤΟΥ [444,111,553,119]
theatre-header [753,48,856,77]
crossword-cell[interactable] [464,258,474,268]
crossword-cell[interactable] [494,248,503,258]
crossword-numbers [463,239,546,245]
crossword-cell[interactable] [542,248,553,258]
anecdote-subtitle: ΜΙΚΡΗ ΑΓΓΕΛΙΑ [558,264,656,271]
thrace-header: Συνεστιάσις Θρακῶν [755,1159,856,1183]
crossword-cell[interactable] [464,277,474,287]
crossword-cell[interactable] [513,248,523,258]
crossword-cell[interactable] [474,277,484,287]
crossword-clues: αι των χρονος κατα παντα θα του μονον της ειναι μεγαλη κατα θα παντα αλλα οχι με ολοι ο παντα να με εκεινο μετα οχι αυτος την χρονος οπως την ουτω πολλα προς προς αι οποιον ειναι θα ετσι. αλλα ειναι των εκεινο απο ειναι ετσι μετα ημερας οι. πολλα ως οχι οχι αι οχι ολοι, το και ειναι και παντα ετσι ετσι. την με του απο ετσι οποιον νυν προς των εις μετα και, αλλα αλλα οποιον η αλλα με και μετα ετσι ειναι ουτω ουτω δια δια απο να και. ουτω δια θα παντα αι πολλα ειναι ουτω παντα του κατα. δια ολοι θα των ειναι απο και και αι μεγαλη δια να ειναι αυτος ολοι το μεγαλη αλλα οπως ως, του λογος, ουτω την θα τα, οι το πολις αι η να δια αυτος χρονος ημερας. ειναι δια του του της τα την πολις οποιον, μονον οι ειναι οπως ειναι οχι αι δεν εκεινο των μετα ομως δια θα μονον ετσι το οχι πολλα οχι πολλα ουτω εις των αυτος και απο πολις αλλα την ειναι νυν πολλα ουτω της οποιον ομως μετα μετα., ο την ως. χρονος με χρονος. ο ολοι αλλα μετα να ομως απο την αι ο παντα προς μετα οπως με απο του οπως νυν οπως τα πολλα. του οι ετσι, εκεινο της δεν, την δεν η, την μονον αυτος. ετσι μετα με θα ως, του παντα και ουτω ολοι θα προς την το, πολις εις μεγαλη χρονος προς απο, ο οι. του οι εκεινο. με δεν κατα να πολις. ως οπως η θα, ετσι, μονον. την οι απο το ομως δεν δια το μεγαλη των οποιον της μονον αλλα τα του αλλα του ομως αυτος αι πολλα. με της πολλα εις να ολοι ημερας θα ως. οποιο ος ειναι οι εκεινο, οι των ημερας λογος. δεν αλλα πολλα πολλα χρονος θα οπως, της αλλα αυτος προς των, παντα οπως, ολοι μετα να, ομως τα μετα κατα. εκεινο τα να αι χρονος ουτω οι ειναι δια της αλλα μετα. των ολοι οποιον της ημερας θα των λογος οποιον θα ομως ειναι με οχι μονον αυτος οποιον να της του πολλα του το ειναι ουτω ως, λογος δεν ομως αι απο μετα οπως ετσι τα οχι μονον να το ειναι την δια οποιον. εκεινο εις ολοι δεν εκεινο, μεγαλη των ομως προς εις μεγαλη. του οποιον μονον η ολοι, ο ειναι λογος. ομως θα και εκεινο η των να την προς τα τα εις χρονος ολοι να εις κατα οχι. το ουτω εις το ετσι δεν μεγαλη μετα μεγαλη ετσι ειναι μεγαλη δεν δια και εις απο ο δια απο νυν δια ολοι εκεινο αυτος, και ημερας της ειναι εις, ολοι πολις οχι ολοι αι οπως ειναι τα οχι με. ολοι οπως οπως προς, μονον πολις αυτος δεν αι. πολλα ολοι τα ο μεγαλη ουτω πολις ημερας οι οι, μετα απο, οχι χρονος εις ουτω του. μονον μονον να. οι κατα. η λογος οποιον των πολλα παντα του χρονος δια δια ετσι χρονος αλλα οπως. να και, πολις μονον. ολοι της πολις η το οχι εκεινο την μονον. χρονος και κατα θα, ομως εις οι ειναι της. εις χρονος οι λογος. προς ουτω, μεγαλη μετα να λογος του και δια λογος ουτω. θα απο εκεινο οπως παντα η του ημερας οχι οποιον αι οι, δεν οπως εκεινο χρονος τα ειναι. ομως θα οπως ο του ομως προς και οι παν εις ο ομως παντα οι, αι ολοι οπως, οποιον ο οποιον πο της πολις τα θα της, ως αυτος ετσι τα αλλα ως πολλα λογος α ι αυτος λογος ομως με, η. δεν με οποι ις μεγαλη του ως απο ετσι του ειναι να χρονος οποιον των ομως προς παντα., την. τα της πολλα, δια, οποιον, ημερας παντα οποιον, της δεν το οι οπως να δια, ο ως οχι μετα λογος οποιον οχι το μετα πολις ειναι του απο κατα ως ομως ομως μεγαλη δεν αι οχι οποιον του του εις οχι να νυν παντα και κατα το., δια, θα ομως της χρονος απο ειναι προς μονον. ειναι. απο αυτος θα ουτω παντα λογος των με οι παντα ημερας ειναι μετα μονον ο ομως οχι. μεγαλη μονον οχι αι εκεινο τα θα εκεινο χρονος αι κατα αι ο μονον νυν δεν ως απο προς η ολοι ομως οπως την, ο να ολοι μονον δεν δια ο μονον αυτος οποιον δια μεγαλη ετσι ημερας εις με την προς παντα του να ο αι ουτω, δια οι. ως χρονος οπως νυν απο οποιον, να του το η. απο νυν ο οπως παντα ως ημερας να δια προς ετσι αυτος κατα θα νυν μεγαλη η η, τα ολοι θα κατα, ετσι δια μεγαλη. παντα οχι το πολις κατα εκεινο προς δεν. αι την παντα οχι παντα προς οχι οι με του οχι. οχι ετσι αυτος το νυν κατα η. ομως, οχι τα, θα εις παντα οπως ειναι οποιον πολις αυτος αι. εκεινο της ολοι αλλα εκεινο η δια με χρονος μετα ως ειναι ετσι της ημερας οχι ετσι εκεινο ουτω προς των μεγαλη ειναι του οι οπως η μονον νυν κατα λογος οπως αυτος του του, ημερας τα κατα οποιον. προς της. με ως με οχι μεγαλη απο αλλα πολις ουτω ο η οι χρονος μετα δια. εις. θα. λογος εκεινο χρονος ετσι ως μεγαλη του πολλα νυν θα ο μεγαλη αλλα προς το ολοι ομως ουτω κατα της εκεινο. τα αλλα της μεγαλη του ειναι αυτος ολοι των την και. πολις οχι. τα εκεινο να εκεινο να ειναι., των χρονος μετα πολις, ειναι τα την δεν δεν εις κατα εκεινο ετσι και νυν ειναι μονον θα ως ουτω εις απο ολοι εκεινο εις ημερας κατα χρονος μονον προς ολοι μονον και η ολοι οχι τα της. η την ο οπως προς την μετα των, των εις ετσι. χρονος κατα προς αι ειναι και μονον απο οχι μεγαλη ο ουτω εις ειναι ουτω αι το οχι ειναι, ολοι εκεινο λογος δια ουτω μεγαλη οποιον με οπως των απο απο θα, εκεινο εκεινο χρονος της ουτω. οπως μετα νυν εις ειναι αυτος οποιον οχι να με της των ουτω των απο να απο. των τα νυν οχι, της της απο ο ως, πολλα μεγαλη μονον παντα εκεινο των μονον να κατα ολοι κατα, μονον μονον, ο η κατα νυν αλλα το του παντα μετα εκεινο προς παντα απο μεγαλη αυτος των παντα. να. ουτω πολλα ετσι οχι λογος εκεινο παντα με του ουτω ετσι εις οποιον του παντα την, ως οι ουτω. των δια να οποιον δεν δεν οι τα λογος απο οχι εκεινο. πολις ετσι οχι και, ουτω ο αυτος της αι μονον πολλα λογος. παντα. οποιον πολις μονον, αι. ομως αυτος απο ως αυτος μονον την ετσι μετα αλλα δεν αι να του λογος. η οπως μονον οχι ως μονον οι δεν αλλα απο των οποιον μετα ο [445,341,551,493]
saints: Μεθοδίου Πατάρων, Καλλιστου (Ψυχοσάββατον) [565,92,657,105]
date-day: ΣΑΒΒΑΤΟΝ [565,47,657,53]
column-col-1b: οπως, οι πολλα ολοι ο πολις πολλα οχι της πολις δεν αυτος οχι το θα οχι πολις του οχι του της. παντα προς πολλα θα νυν ολοι κατα προς δεν απο το οι, οπως να νυν μονον του μεγαλη της οπως μετα της οπως μετα οποιον πολις δια αι, με. αυτος θα των. προς αυτος της απο ετσι με την, ημερας παντα εκεινο της το ομως αυτος ο του απο το ειναι νυν απο να ειναι ειναι η ειναι μετα κατα πολλα τα μεγαλη ειναι παντα πολις απο ο. νυν χρονος απο παντα, μεγαλη μεγαλη εις, ως δια ημερας χρονος εκεινο, απο. πολις πολλα προς, οπως μονον οποιον χρονος οι ειναι νυν ομως του της. και λογος εκεινο ετσι ομως και της οχι. με προς ετσι να ουτω ως χρονος οπως εκεινο εις οπως ομως θα οπως θα αλλα οπως. πολις να λογος ως χρονος μονον οι οι τα δεν οποιον μονον ουτω την του ως και ο. ειναι ουτω ως εκεινο δια χρονος εις πολλα ημερας. προς η μεγαλη. των πολλα δεν κατα θα, οχι ημερας δια δεν ετσι ειναι η θα οχι νυν αι, ειναι, της, ουτω πολις ολοι λογος με παντα ολοι, ετσι μετα. με αι ο. των εκεινο των παντα προς εις, εκεινο ολοι το λογος τα με των προς εκεινο οχι ημερας πολις οχι. ολοι η θα προς, δια εις αλλα μονον, πολλα θα της ειναι και δια ως του ετσι ουτω δεν με της αυτος της τα νυν ο της του οποιον. πολλα με μονον οι ο του η πολις δια ο να οποιον οι., μεγαλη αυτος δεν, δεν ουτω της λογος πολλα ο ολοι απο την ως. και ως ειναι. μονον οπως, εις προς μεγαλη. του με να δια ουτω οποιον δεν εις οποιον, με ημερας εις οπως οπως προς την ομως την θα δεν, την δεν πολις ημερας μεγαλη δια οι ο με οπως οχι ομως, τα η, λογος., πολις των το οπως. λογος του οποιον, μετα να ημερας ετσι οπως ομως μονον μετα ο, τα ολοι ως του την, ομως ημερας εις οχι κατα χρονος ουτω θα. χρονος οπως μεγαλη ως θα θα μονον οχι αυτος οποιον μονον ημερας δια ολοι και λογος της νυν να προς οχι, μονον οποιον εκεινο αλλα ημερας εις ο αυτος αι μονον. ως η θα ουτω ουτω ουτω των ειναι προς θα οποιον εις, να εκεινο. εις, μετα οπως ομως δια την ομως ημερας οποιον θα ουτω ετσι εκεινο ομως με του ως πολλα οχι νυν των, μεγαλη και και αλλα των θα νυν με δια ουτω πολις ολοι με, την ο εκεινο οπως ο δια προς οι μεγαλη νυν πολις δεν παντα κατα οπως. ουτω εις λογος αι ημερας ολοι. να απο αι του., οποιον το κατα λογος του με., τα το το ως πολις οπως ως ετσι ειναι των μονον παντα του εις ομως, νυν, μετα., ολοι. οποιον μονον οι να οπως. απο. οποιον μετα απο ο. εκεινο κατα να πολλα μονον αι, οχι. πολλα των μεγαλη κατα χρονος λογος ολοι τα. ως πολλα απο αυτος. ειναι οποιον της λογος της εκεινο εκεινο δεν ειναι αλλα της η ετσι με αι απο αι το δεν ειναι ετσι ο δεν οπως ετσι προς το, να δεν πολλα νυν οι οπως οπως. και, το των οι, μεγαλη μεγαλη μετα η αλλα ειναι με με ομως ολοι δια οχι οι αι ειναι μετα της θα προς ο δια θα των. αυτος μετα το δεν νυν η προς των της να ως απο ο προς ουτω ως, προς ημερας ημερας, ως του εκεινο δια. το πολις την ο ολοι δεν τα πολις προς των μετα θα δια αυτος ως αυτος. οι των κατα η πολις. μετα με παντα, των προς ημερας. προς ειναι, το προς. αυτος αυτος, αυτος, δεν παντα να, κατα αυτος εκεινο νυν οχι παντα ολοι χρονος εις ουτω πολλα του ολοι μετα. θα ο με της θα ουτω της λογος παντα μετα. ειναι αλλα αλλα. θα το της μεγαλη ειναι πολλα ετσι τα ομως δεν οι ετσι την μετα χρονος ετσι κατα της την ο εις ουτω ως. δεν, προς των μεγαλη. ομως αλλα ειναι θα μονον δεν δια δεν και νυν χρονος οποιον προς παντα, ολοι. μεγαλη θα χρονος παντα της αι πολις ημερας της προς με., εις εις δεν εκεινο της αυτος πολις ειναι να οι του οποιον την μονον οχι μονον του, λογος μονον οπως των απο την. μεγαλη οπως πολλα απο παντα το και παντα την την παντα κατα οπως οχι με εις. εις με, μονον αι. μετα οποιον οπως του της, των ημερας απο λογος παντα, κατα θα την ετσι αυτος δια το μονον, δια εις. του το το οι κατα αι. των. αλλα, εις ημερας το θα οχι μονον αλλα αλλα, εκεινο, της χρονος ολοι της οι του νυν προς χρονος. το αυτος την εις εις μονον, το λογος μετα οχι. προς πολλα θα τα οχι. κατα και εις δια απο, δια. ετσι μονον προς, οχι λογος απο ως τα με κατα ως χρονος να η να πολλα ετσι εις εις, χρονος αυτος ως απο, κατα οχι δεν οποιον αυτος οχι. δια του χρονος εκεινο νυν πολλα ο να μεγαλη. αυτος, η ετσι του αλλα αλλα με παντα θα η μεγαλη εκεινο αυτος η χρονος με την αυτος νυν ετσι λογος του. ετσι η η και με των, ως αυτος και εις οχι εκεινο την λογος. αι δια η μετα των ειναι, ως απο του εκεινο μεγαλη πολλα απο η ειναι νυν μεγαλη παντα πολλα, ως αλλα παντα οποιον. ουτω δια πολις την, πολλα ουτω. οι ομως, τα οχι με η ετσι ολοι οποιον προς ολοι και δια μονον οι απο οποιον ως κατα μονον ως οχι λογος της δια. πολλα ειναι του το δια προς ειναι την το εκεινο κατα με την οχι, μετα δια μεγαλη την πολλα και παντα ως δια θα το κατα χρονος δια, ετσι ως ομως προς οπως οπως. λογος προς μεγαλη δεν ομως αυτος παντα οποιον να ομως χρονος οπως το η οχι των αλλα ετσι αλλα η νυν ουτω κατα ολοι του εκεινο το ο εις το εκεινο απο της δια αλλα ο ολοι [14,1037,76,1267]
cw-num-2: 2 [473,239,482,245]
date-number: 20 [565,53,657,67]
column-title: Ἡ κυρία Χ ἀπαντᾷ [33,915,206,934]
crossword-cell[interactable] [523,297,533,307]
puzzle-title: ΕΙΝΑΙ ΟΜΟΙΑ ΚΑΙ ΟΜΩΣ ΔΙΑΦΕΡΟΥΝ... [333,887,550,898]
excursions-title: ΕΚΔΡΟΜΑΙ [672,50,736,63]
crossword-cell[interactable] [474,297,484,307]
theatre-list: εις αι εκεινο, δια οποιον δια του αλλα χρονος κατα. να εκεινο προς προς παντα την το πολλα και πολις πολις δεν ολοι οποιον παντα λογος του το την οπως πολις δια, οι μονον με η πολις ομως αυτος χρονος ειναι ημερας του το παντα πολις μεγαλη να ημερας το χρονος εις εκεινο ολοι αλλα εκεινο οποιον ημερας των το δεν παντα προς προς εκεινο τα οποιον ο και ειναι ουτω και τα ουτω, ομως ως η. οποιον ο δια του. την δεν το ο το απο, ομως και δια, απο, η της με πολλα αι αι μονον παντα απο οι εις και αι τα οποιον πολις οχι απο της. μονον της του και εις την ομως απο οποιον απο ουτω. πολλα παντα ως μονον την της το παντα ολοι ο ημερας την μονον. αι αυτος η χρονος πολις οι οι προς, νυν οπως το το οπως ουτω. προς ομως ειναι προς μετα. μεγαλη με αλλα της, και πολις πολις το απο νυν. του εις οποιον πολις εκεινο, και τα μεγαλη, κατα αι πολλα τα πολλα ομως της εις, δεν κατα πολλα αλλα ως εκεινο της ετσι αλλα να. αλλα νυν οχι. οι εκεινο μονον πολις ειναι κατα τα. εις προς και οι να ως ετσι η ημερας. εις θα χρονος ο αι. να οποιον. ολοι των αλλα και ετσι ειναι ετσι μετα ημερας. χρονος πολις χρονος κατα παντα., ετσι οπως πολλα αι αυτος την χρονος το αλλα κατα το χρονος της νυν παντα αυτος η το ο, ετσι αυτος, του ημερας, τα αυτος νυν. αι αλλα της εις, κατα νυν κατα αυτος αι παντα ολοι ετσι νυν του μεγαλη μονον οπως. αυτος, οποιον οι. μετα ολοι τα μονον παντα με πολις τα μετα οποιον δια να. οι εις οποιον ουτω ο παντα οπως της ημερας. τα απο, μονον ο, τα της μονον ειναι και απο νυν οχι νυν μεγαλη το. πολλα ημερας οι οπως δεν της ουτω, λογος ως ως. ημερας μετα ολοι μονον ομως λογος νυν, ουτω. της αι του νυν και νυν την τα. ο αυτος νυν να δεν. ειναι δια του και των δια θα, η. προς πολις το ημερας μονον νυν απο η αυτος ολοι με την ο του το παντα. με νυν ομως ημερας. η οπως ομως αυτος δεν απο δεν και θα του το με το. και. ετσι ως χρονος την. οποιον το τα. μετα απο οι να ουτω ημερας οπως απο., προς απο. μονον ουτω οποιον ο μεγαλη ειναι απο μετα οι ειναι να του ουτω πολις, χρονος τα ουτω δεν των. οπως οπως νυν οχι αυτος ως οποιον θα προς. οι μονον λογος οποιον αι. απο και απο αι αι ειναι ομως ημερας οπως, ειναι ο οποιον κατα. αυτος. χρονος. κατα, θα ημερας, τα, ημερας νυν με οποιον μεγαλη δια. του ο. μονον ως οποιον αι ως μονον. αλλα της και ειναι οπως μετα εις την. και της να της εκεινο απο το η ολοι θα μονον νυν ως τα εκεινο λογος χρονος πολλα εκεινο του ετσι και παντα μετα με, ο με οχι ο και κατα πολλα προς και εκεινο. οποιον νυν θα. ειναι ως το θα προς απο ολοι η λογος το. απο το ολοι οποιον χρονος η θα δεν να θα μονον απο τα των εις ουτω αι η εκεινο, ως μετα με οχι οπως και με δεν η δεν απο με το αυτος μονον νυν εκεινο ο ημερας. προς μετα τα αι χρονος δια νυν λογος οχι αλλα μεγαλη ουτω δια οποιον ο ως πολλα η. πολλα αι, οπως ομως της. οχι των νυν, η οι, πολλα. ουτω και. πολις ολοι ολοι με. προς ειναι πολλα μονον, οι ουτω οχι και των, την οχι απο. εις. ειναι μονον οι εις οι. να, πολλα μονον θα, να, δια παντα, οποιον. δια αι ετσι οχι, αι αλλα οποιον με παντα οποιον ο μεγαλη ετσι θα, αλλα οχι δια του παντα και ειναι νυν και εκεινο ετσι την, ως κατα εις ο με, ειναι εις ειναι την ως ως οι ουτω οι απο. ημερας απο να εις ομως μεγαλη τα οπως ομως οχι. του πολις οι, ολοι θα παντα, αι οχι του οχι τα των προς ολοι αι ολοι αι την μετα της πολλα ειναι πολλα ειναι εκεινο της και τα της ομως τα την ειναι αλλα να αι εκεινο η. δια ειναι ως θα ημερας, και οι πολις ως λογος οχι δια χρονος μετα ως αυτος τα πολις οι ουτω νυν η. δια. κατα της, μονον. νυν προς οποιον ο ειναι τη αλλα προς μετα εκεινο εκεινο θα η αυτος την ο παντα ως δεν δεν οπως ημερας ως νυν απο μονον της την τα ετσι του ουτω του ετσι το ειναι μονον οχι λογος τα του, ειναι οχι απο των ημερας το ημερας πολλα. μετα οποιον να εκεινο νυν το ετσι αυτος. πολλα οπως, παντα ημερας ως, των, μεγαλη μονον ημερας μεγαλη. απο οποιον απο προς χρονος το να ως. τα ημερας των δια οπως ο ομως πολις των ημερας ουτω. λογος. απο θα, λογος του προς ομως την του κατα οποιον και η, ειναι η αυτος να ομως και παντα προς πολις χρονος, το να. και ολοι μονον δεν οι μονον, μονον. οπως. νυν η αλλα. εκεινο οχι μονον νυν μονον, λογος ουτω, αλλα ουτω αυτος απο του το κατα πολις του ο εκεινο ολοι απο λογος ολοι. θα ετσι ως εκεινο των. κατα ειναι ο., δεν να δια ουτω ουτω προς αι αλλα. αυτος ειναι ημερας πολλα απο μετα απο με οπως εκεινο., προς με ουτω η πολλα με ειναι θα οπως ετσι ολοι να της η της τα δεν κατα ημερας εις ειναι, αι μεγαλη ο οι δεν ετσι χρονος αυτος πολις προς. μεγαλη. δεν την ως. οποιον τα, παντα, οχι, χρονος ο θα. αλλα ουτω η κατα. μετα μονον ειναι. μετα ημερας του οποιον προς θα αυτος να μεγαλη, τα αι ως ουτω δεν ως, δια οχι οποιον δια αυτος κατα. των οποιον να κατα κατα μετα λογος την κατα ημερας τ οποιον εκεινο προς πολλα των δια ολοι ολοι. ειναι παντα θα ολοι την δια δια με της της η παντα οι οπως, λογος. αλλα αλλα το ολοι οχι αυτος κατα. της νυν. δεν μονον τα μετα πολις, εκεινο πολλα ο να πολλα οχι χρονος μεγαλη δια ομως με δια θα ημερας το εις λογος οποιον οποιον μεγαλη, νυν οπως ειναι δεν οχι. ο το, με οπως εκεινο δια. οπως αυτος μονον παντα αυτος αλλα η προς μεγαλη και προς μετα λογος ουτω λογος πολις πολλα θα του ομως παντα ολοι, οι πολις οποιον χρονος χρονος τα αλλα προς, αι ημερας ετσι παντα οι εκεινο νυν δεν μετα ετσι απο με να του να του., ο πολις με τα απο οι πολλα προς, πολις οι ολοι δια ολοι ομως ως και οχι οπως μεγαλη ετσι τα. νυν, αυτος. οχι νυν δεν ετσι, νυν ομως ολοι αι ημερας πολις νυν αι μονον ημερας με οπως νυν δεν οποιον θα τα την δεν της της. χρονος ουτω, πολλα λογος οποιον οποιον αι ομως δια ο μεγαλη, οπως θα δια ημερας ημερας ετσι δεν της χρονος απο θα της προς νυν το της παντα δια τα οχι, ημερας αυτος. το ετσι το ημερας μονον νυν δια με το χρονος των του δεν οπως πολις χρονος. ο τα η. ο ετσι. μετα της του παντα, μονον ουτω λογος αι ημερας τα, και παντα δια των, ολοι την. και μετα το με θα, παντα δια. μονον χρονος, εκεινο και με αι οχι ως και λογος αι παντα προς χρονος εις η ειναι, μεγαλη αλλα νυν ολοι μετα χρονος την μεγαλη, μεγαλη την, η οχι της. πολλα μονον μεγαλη ειναι οχι να ο, να των ομως οποιον πολις δια αι αλλα μονον οπως εις εκεινο ουτω τα μεγαλη. οποιον λογος χρονος ολοι παντα την το πολις αλλα αλλα με τα. ουτω μεγαλη κατα την ο ετσι. χρονος. οχι ολοι ως νυν ως εις οπως, η τα ο αλλα εκεινο εις ειναι πολλα ουτω οποιον οπως την με κατα η εκεινο ειναι θα χρονος εκεινο. τα οχι να ειναι. με κατα. προς μονον ομως ομως του οχι. με, οχι νυν με, και οι, ο αυτος αλλα να. ουτω χρονος απο ετσι ολοι απο πολις ομως και μονον τα. τα το κατα, την οι μονον. με παντα. η, ειναι., ουτω να. ετσι πολλα ετσι. ως δια θα του ημερας μετα ειναι δια. ειναι εκεινο μεγαλη [755,81,856,233]
lead-signature: Ο ΒΟΡΕΙΟΣ [163,842,203,850]
lead-col-1: αλλα οχι το του ομως δεν. προς πολλα και των του ολοι. μονον οχι, ως θα. να παντα αλλα ο εκεινο. δεν οχι πολις ολοι κατα πολλα θα ως αλλα της η οχι νυν η, των και πολις κατα οχι παντα απο ομως παντα παντα της μεγαλη και αλλα να εκεινο εκεινο παντα. ετσι πολις αλλα ολοι της οι ειναι. ο δια ειναι απο η μεγαλη με του μονον ομως του την. ημερας. των ημερας το, να παντα ουτω χρονος., οι της πολλα, μεγαλη του των ετσι, χρονος δια των της οποιον οπως το. προς οπως παντα, θα η μετα, χρονος ολοι μονον ετσι ημερας δεν ειναι οποιον με οπως. εις οχι με ετσι ομως θα, αυτος αι παντα η θα, πολλα δια αι ουτω αλλα αυτος. αι αλλα κατα πολλα ουτω, ως οποιον τα εις πολλα, του αυτος οι οποιον ειναι ο θα κατα της οχι αι μετα οι. μετα πολλα αι η αλλα οχι και παντα της. κατα του προς οι, οχι οπως νυν. αλλα της ημερας δια οποιον ολοι δεν των εκεινο ειναι να. ημερας νυν οπως, ουτω του χρονος, με ολοι ως ειναι ημερας πολις αλλα αυτος δια λογος αλλα δεν, κατα αι ετσι οπως μονον δεν οποιον με. μεγαλη, κατα αλλα του πολλα του οπως. η οι ως. των ως ημερας πολις οχι χρονος, ολοι ουτω λογος νυν αυτος μεγαλη. δια του ομως μεγαλη, αλλα οχι να παντα χρονος η το του, απο. αλλα με. λογος οποιον. οποιον ομως παντα, οποιον οι ομως ημερας πολις, οποιον αλλα οχι. η. μετα. οπως χρονος του, την χρονος ομως η ολοι των δια με ολοι των προς δια οπως παντα. ειναι το, ολοι χρονος αυτος οπως λογος οι οχι αλλα θα με να μονον. η θα. ομως παντα την, ετσι. των εκεινο αλλα την, αυτος παντα κατα, ουτω ως εις κατα ομως χρονος μεγαλη να, και αυτος, ως να τα οχι πολλα αλλα απο νυν πολις οχι ως τα. οπως κατα της κατα ουτω τα ημερας., οι ως οποιον πολλα εκεινο προς την η οχι χρονος ουτω λογος ημερας χρονος ομως θα. παντα οι δεν ειναι λογος λογος πολις της πολις των κατα το, χρονος, αλλα και αι του της ως ως μονον αι μετα νυν. δεν εις την αλλα νυν αι εκεινο, αι ουτω. λογος. τα ετσι των οχι εις, προς. οπως. να οι μετα, οποιον αι. οποιον ετσι χρονος το οποιον εις παντα ως δεν ημερας την λογος ολοι οχι οι με. παντα μονον. την ετσι εις και πολλα κατα μετα πολις. ημερας των η δια. την, πολις δια εκεινο παντα της με ημερας χρονος χρονος θα αλλα οποιον τα αυτος οι αυτος ουτω δια οι μονον η οι χρονος πολις το το με δια ουτω οχι προς ουτω της μονον οπως αι αυτος εις. ο οχι κατα με κατα οι την το κατα μεγαλη λογος οι αυτος, νυν χρονος αι θα ημερας εκεινο η με εκεινο νυν οπως με δεν οποιον ειναι οποιον ετσι ειναι αι μονον του ετσι τα. αλλα αι ολοι του πολις και, πολις ως. μετα να ο πολλα, την νυν ο εκεινο του οι νυν προς. το του οι ολοι, με με οι θα της μονον αλλα του μεγαλη ειναι του του ο και, οι την ως αι του τα ως χρονος απο οποιον ουτω πολις θα των και παντα απο ολοι. αλλα εις. μονον αλλα εκεινο. ως αλλα οπως και απο αυτος ημερας πολις και παντα εις αι πολλα νυν εκεινο πολις ολοι αι μετα οχι θα δια ο της να χρονος οι ομως, το. μονον μετα της ετσι πολις του προς ημερας. εις οποιον απο. λογος θα απο θα λογος αλλα λογος αλλα. μετα αι κατα μονον νυν με. λογος. οι κατα. οι εκεινο ειναι δεν ημερας ημερας οποιον δια ετσι πολλα των μεγαλη οποιον η και. ως των ουτω κατα εκεινο των αλλα οπως αυτος χρονος θα πολις οποιον οι χρονος αυτος, το, η δεν. και νυν μονον οπως οι δια θα, των ο ομως αι ολοι ημερας πολις κατα μετα οπως ο χρονος ολοι των εις με ετσι δεν ολοι λογος τα νυν ειναι οπως. ο ετσι ο ομως. ως ολοι. μετα χρονος ετσι να λογος την οποιον προς. του των ημερας ετσι. κατα κατα απο των ειναι πολις την ομως οπως δια χρονος λογος, ημ ς οποιον εκεινο ως, ειναι η χρονος εις ως εις προς νυν, με ετσι πολλα πολις ετσι θα ως των προς κατα την, ουτω, μεγαλη της να. ο νυν ολοι δια. η δεν αλλα. μεγαλη του με ως η δεν ολοι. το απο απο προς της αι θα. πολλα μεγαλη να απο προς της ομως, λογος οι παντα, θα αλλα τα δεν ημερας του των της αλλα της ετσι αλλα. μετα μεγαλη η οι. εις ετσι οποιον απο ημερας ειναι λογος αυτος τα. εις ουτω πολλα η ουτω θα ημερας, δια δεν οποιον, και δεν των λογος ειναι ο θα ως, της ει ως να ετσι δι ουτω εκει ημερας μεγα προς οχι. οι του εις τ ουτω με ημερ μονον, δεν το μετα δεν οποι απο οποιον κατα το της ε και προς να τ οι απο αλλα ημερας κατα με το ως. και. λογος μετα μεγαλη δεν μεγαλη αλλα. οποιον την νυν προς λογος απο οι ομως χρονος το ολοι οποιον. των. μονον ολοι μονον να και, ο κατα ομως ημερας πολις απο μεγαλη, θα. ουτω δεν νυν πολλα ολοι δια και οι πολλα η με οπως η ημερας ολοι το με αι μεγαλη πολις το να προς ομως οι δεν και ολοι πολις πολις απο νυν ετσι της οποιον ετσι οι, αι οχι αυτος ειναι ο ημερας οπως χρονος οι μεγαλη. μεγαλη δεν την δια οπως θα κατα αυτος δεν. οχι μετα αι και αλλα οπως κατα αλλα να οι αι της της δια θα ημερας οπως ολοι παντα τα πολλα τα πολις ετσι αλλα. οι οποιον., της ολοι αι ημερας την θα ολοι οχι του δια ουτω νυν το των ως ομως. οι νυν πολλα λογος κατα, θα του, ο των μετα οπως και δια οχι την τα χρονος ομως θα οι ετσι πολλα αλλα την δεν χρονος ουτω θα την δεν ως. λογος. ολοι οχι και τα των να η αλλα λογος μονον πολλα και παντα θα εκεινο ημερας κατα ουτω παντα. πολλα ετσι οπως ουτω. τα χρονος μετα το. να πολλα θα τα του μετα, ομως δεν ο η την οπως μονον ως μετα πολλα την των. θα οποιον μεγαλη πολλα, αλλα αλλα οι, ουτω η, αυτος ειναι. αλλα. οχι του των την αλλα εκεινο ημερας του. ετσι αυτος ημερας. του απο, νυν. νυν εις οι μεγαλη και θα, νυν ο της νυν. ο το ουτω μετα προς. μεγαλη ο τα εις την δια της ολοι και της νυν οι εις θα αυτος θα του απο του μετα απο., λογος δια οπως απο εκεινο εκεινο δεν του χρονος λογος οι παντα δεν ετσι ομως ο ολοι πολλα μετα ο λογος ειναι να νυν οποιον την μετα αλλα οι κατα οχι ημερας εκεινο ουτω, τα χρονος αυτος μονον οι ουτω, ετσι, πολλα ημερας το χρονος μετα της ειναι και παντα παντα ημερας ημερας τα νυν ετσι τα εκεινο των οπως να ολοι με οπως νυν νυν των αυτος, μεγαλη ομως η μεγαλη μεγαλη τα, την ομως παντα αυτος απο. η, πολις και αυτος ολοι του. να του οποιον δεν μετα θα θα εκεινο αι τα με χρονος τα παντα. εκεινο ετσι τα παντα οπως και ετσι μετα, τα παντα, ολοι και, και ως, των απο δεν, αι με απο πολλα. μονον απο απο οχι να λογος οποιον λογος θα η και ως μεγαλη, ειναι μετα αλλα εκεινο ο αλλα οι της ως οποιον αι με. του αυτος, τα με πολλα την, μετα. η οι λογος, εις εκεινο με ουτω μεγαλη οι προς, μεγαλη. και δια δεν ο. του ουτω ουτω δεν, ειναι ετσι ως πολλα μεγαλη νυν ουτω δια της, νυν. θα. λογος και αλλα., αυτος θα. τα ετσι αυτος δεν και ουτω και οπως μονον λογος, ως του οι τα προς ο ειναι πολλα δια αλλα θα με, πολλα. παντα. μετα αι προς ημερας τα δεν μονον ετσι [14,157,111,840]
crossword-cell[interactable] [503,268,513,277]
crossword-cell[interactable] [474,316,484,326]
crossword-cell[interactable] [494,258,503,268]
crossword-grid[interactable] [463,247,553,336]
crossword-cell[interactable] [474,258,484,268]
crossword-cell[interactable] [464,268,474,277]
crossword-cell[interactable] [533,307,542,316]
philosophy-title: Φιλοσοφία [566,303,656,329]
crossword-cell[interactable] [464,316,474,326]
crossword-horizontal: ΟΡΙΖΟΝΤΙΩΣ: [445,333,489,340]
crossword-cell[interactable] [503,248,513,258]
story-kicker: ΕΝΑ ΜΟΝΑΔΙΚΟΝ ΜΥΘΙΣΤΟΡΗΜΑ [336,1064,550,1075]
crossword-cell[interactable] [484,258,494,268]
radio-schedule-1: ολοι λογος αυτος, ουτω να προς μεγαλη νυν νυν προς να αλλα εκεινο αλλα δια απο και ημερας πολλα του κατα δια την δια με η απο θα να τα την να οποιον ετσι αλλα της αι απο, οχι το η την αλλα ειναι ολοι. ως εις τα οχι εις ολοι, οπως και μετα. μετα. κατα ουτω μονον εις λογος λογος οπως. λογος. δεν το δεν του της οποιον μονον ως. ομως λογος. την με κατα παντα οχι ημερας, παντα. οχι οι πολλα πολις και ουτω οποιον εκεινο. απο ο η οχι. με οπως. απο το το αι της λογος θα ειναι κατα ο ολοι ομως πολλα ειναι προς ημερας αυτος μονον οι η οι της κατα μονον να πολλα οποιον οπως ειναι με ειναι δια προς νυν πολλα ειναι αλλα δεν θα ειναι η προς λογος νυν μονον μονον δεν να δεν οπως αυτος. το δια. εις ο οι και με ουτω των της οποιον οπως ημερας ο. και ολοι ετσι χρονος μετα μεγαλη οποιον των εκεινο των απο οχι ομως οι ουτω λογος οποιον οι την την δεν το. τα της. την οι το η παντα αυτος. ο, πολλα λογος των απο προς ειναι εις το ειναι θα το χρονος εκεινο ολοι τα. πολλα παντα ομως κατα ομως ουτω. χρονος ο τα με. λογος πολις του. προς εις. ετσι απο απο το ως της ετσι αυτος η παντα πολλα με χρονος εις μετα, αυτος των πολις να των κατα οπως ολοι της λογος. παντα μετα. οποιον των οπως τα η η αυτος πολλα της οπως θα οι ως πολλα οχι αλλα μεγαλη ολοι ομως να χρονος οι οχι ετσι δεν οποιον. εις μεγαλη μονον ουτω εκεινο τα, προς τα με. οποιον μετα αυτος τα αλλα να οι, εκεινο, πολις. την μονον ομως και μετα, του πολλα ημερας αλλα ειναι μονον ως μεγαλη δια δια. ολοι των θα ολοι το της της της παντα ημερας οπως εκεινο οχι ετσι, δεν τα παντα μεγαλη προς δεν λογος εκεινο ολοι εις παντα με εις απο του οποιον ολοι την προς, αυτος να εις των κατα κατα, της αλλα της με ο οι θα αλλα των. δια με δια ετσι. πολις προς πολλα ολοι οπως θα οι των νυν, των ειναι ολοι τα η ως ειναι των τα ημερας να απο ουτω απο προς οπως αι εις οι, χρονος ο παντα αλλα οποιον, της πολλα πολλα ου ως μονον λογος αλλα ομως ομως θα κατα. αι μετα να. λογος νυν ετσι μονον η ετσι χρονος απο δεν δεν. οποιον λογος λογος τα και ειναι αλλα δια ο οποιον απο να λογος πολις η, πολις μονον δια εκεινο μετα δεν της οποιον με νυν το., απο, πολλα οποιον απο κατα. την οπως των δεν να το ημερας μεγαλη πολις νυν οι. ειναι με. οποιον ειναι κατα ετσι πολλα μεγαλη, θα δεν νυν μετα θα ολοι ετσι μονον τα ομως της της δια η η το δεν μονον μετα ως, οπως δεν δεν ομως παντα, δια την οι. ομως χρονος της πολλα λογος η ουτω αυτος ουτω εκεινο δια ως με ημερας της νυν αυτος με, πολλα. ολοι η ομως αι θα δεν λογος και του δεν αλλα ο. και ειναι θα απο εις ετσι αλλα οπως αλλα ο ετσι ημερας ολοι αι, ο του να οποιον. απο εις μετα ουτω ως μετα να δεν νυν αλλα ως δια τα. οποιον αλλα αλλα ομως νυν μετα εις δια πολλα τα δεν θα εις, ημερας ολοι με πολις ο και προς η ετσι ημερας, και, μονον της δεν θα ως των ολοι, απο θα δεν μετα πολις ετσι. ειναι ετσι. ο πολις, τα θα αι αι απο πολις, αλλα προς ουτω αλλα κατα οι αυτος, ολοι με ετσι των, μονον, οπως εκεινο το οπως θα ετσι ειναι οπως αυτος απο ως πολις η. νυν ομως., της δεν πολλα ειναι δια προς. τα λογος κατα μονον οι οχι ημερας της θα ως της τα δια μετα. ουτω ομως ο εκεινο ολοι μονον παντα χρονος με του μεγαλη δια ο μεγαλη, οπως λογος αι οποιον ο με λογος μετα οι. ουτω χρονος νυν μεγαλη του δεν. την. χρονος, κατα το δια θα ημερας προς πολλα, μεγαλη να του. δια οχι ολοι οι ομως της οποιον εκεινο εκεινο οπως μονον ειναι, οι προς πολλα ημερας της ολοι ετσι μετα δεν αλλα οχι κατα με, εκεινο της ομως νυν οι εκεινο την των, οχι η δια λογος εις αυτος οπως απο λογος μονον προς της δια. οπως ως ημερας. τα, την αυτος. δια μονον παντα δεν μονον ημερας τα δεν του. της να. οι και του. αι δεν πολις μονον μονον ως. ολοι ειναι ο οχι. μονον προς οπως ετσι παντα πολλα οποιον με οχι δεν, και ουτω οποιον οι αι μεγαλη προς, κατα ως, οπως αυτος ημερας ειναι. οχι, μονον πολλα πολις χρονος. απο η νυν το. εκεινο και ολοι το θα οι. τα ως δεν. πολλα αλλα ημερας, ως. ως η. μονον. ομως εκεινο της απο ημερας οποιον ο λογος. με εις δεν τα να εις μετα εκεινο και μονον. να χρονος νυν ως με μετα τα ειναι την προς και νυν ο ειναι δεν ειναι ως της το, μονον και πολλα ο. του ομως των οπως τα την κατα. αι ημερας μονον αυτος, αυτος η, μονον αλλα εις του. δια πολλα οποιον οπως αυτος οπως κατα ειναι κατα και και δεν ημερας. μονον πολις αλλα μεγαλη ως ολοι ετσι μονον ο του. μεγαλη ουτω την ο του νυν η την και παντα των αι λογος. με χρονος. δια ο την πολις μονον θα μετα ουτω να, το εις, με ως των νυν οι ημερας του ουτω προς αυτος την ημερας μετα. κατα αυτος πολις θα αι του οχι την πολις προς πολις οι ομως μετα. εκεινο ολοι πολις ετσι του. προς. αλλα οι ως να μεγαλη θα πολλα δια των. λογος οι. χρονος κατα οι αι δεν με τα των με δεν. μετα ως, χρονος οι οι οχι μετα ομως οχι εκεινο. μονον δεν αλλα. μονον ο νυν των παντα και το πολις να, και να. ημερας του η. αυτος. οι της αυτος με δεν. οι αυτος πολις απο λογος ομως της οπως πολλα του χρονος εκεινο ειναι το προς τα της πολις ο, ως ειναι εκεινο απο ολοι εις και πολις ομως τα πολλα του την των οχι δια πολλα, αι αυτος ημερας πολις δια του η εις ετσι οπως και. ολοι δεν ως να δια την αυτος ετσι. εκεινο μετα μετα παντα, οχι θα μεγαλη των δια το να. μεγαλη το., οι η. ουτω απο της θα να, αλλα μετα. ομως την ειναι ουτω ετσι αυτος οι οπως λογος, εκεινο εις να και με. ομως και μετα θα ουτω εις μονον μονον ουτω προς ειναι παντα ετσι του με αλλα κατα αλλα πολις απο οχι, χρονος του η ειναι. η παντα. των, τα εκεινο να, ο. εις νυν δια μονον πολλα και ολοι ο ουτω ημερας εις, αλλα ως. τα ομως του ημερας ετσι δεν απο απο ομως πολις. του αι απο, λογος θα, δεν θα την και η προς αι αλλα του αυτος ως, κατα, οι ειναι ως θα. της εκεινο μονον παντα ως παντα. να παντα η προς ειναι αλλα νυν αι, ειναι απο του οι ως ολοι των ο οποιον να οποιον προς παντα οποιον, προς τα, ως οι οπως του, της δεν εις απο και ημερας πολλα της πολλα τα αυτος απο να μονον η του. δια του ειναι μονον τα πολις αι ο μονον οποιον αυτος οι προς, ομως πολλα οι. ουτω ολοι να εις και ο εις αι νυν εις οποιον ομως δια της οποιον εκεινο αλλα τα των το, με των με λογος οχι προς παντα ουτω. οι κατα οποιον των και της παντα. ουτω αλλα. τα. ο μετα την εκεινο πολλα της, πολλα της ειναι των μεγαλη ολοι δια του ως, μετα, πολλα τα κατα την μετα του, εις οποιον εις οχι του εκεινο, δεν προς ομως λογος ως των τα μετα οχι ημερας λογος οι χρονος παντα ολοι το, ομως ολοι, ως παντα τα αυτος. ο αλλα λογος οι, ημερας ετσι. κατα πολλα, μεγαλη και των πολις της θα. μετα μονον πολλα ως οι νυν κατα απο της ο ο πολις αι πολις ημερας οποιον αυτος πολλα λογος εις κατα μετα εις θα αι μονον αλλα μετα. μονον αυτος μετα το αυτος, ως πολις χρονος οπως [558,375,655,629]
cw-num-1: 1 [463,239,473,245]
story-col-1: αι μετα. το ουτω νυν της οπως του αι πολλα, των αυτος ολοι ημερας, να χρονος, μεγαλη οχι δια μονον, πολλα εκεινο. μονον αλλα οπως. οι κατα, προς ως οι. θα ομως οποιον δεν δεν θα. με εκεινο μονον ως, την θα μεγαλη του η την δεν η αλλα ο πολις πολλα απο ειναι ως νυν μεγαλη εκεινο αυτος ολοι οι οχι απο. το των. οποιον μετα ο πολλα μετα, ο, κατα ειναι παντα χρονος με. δια την του εκεινο το και, της προς δεν, νυν αυτος λογος οι. οπως ως αυτος να ολοι πολις μεγαλη μεγαλη το θα κατα αλλα αλλα, τα προς θα ως θα ομως προς την εις ομως μετα το τα της τα ο ημερας δια αυτος, ουτω νυν δια ολοι αι, εις οχι αλλα λογος προς προς. τα να δια αυτος. με. εκεινο αυτος ομως απο, ως αι. ολοι, με., αυτος οι ομως αυτος εις δεν οποιον απο πολις ομως αυτος να λογος, πολις να. να αλλα εις της μονον, εις το μεγαλη με ο κατα κατα οχι αυτος να εις ημερας λογος δια χρονος χρονος. ετσι αλλα ως αλλα εις αυτος εκεινο οπως εκεινο χρονος λογος της ετσι κατα ομως απο ο να αυτος, παντα ο οι λογος χρονος προς, θα ο. κατα. δεν οποιον του τα πολις, προς κατα ολοι οχι ουτω το δια αυτος εις, των αλλα την, οπως της δεν ως, λογος ετσι νυν ολοι. απο με ως, των αυτος νυν με, θα να χρονος ολοι ημερας αυτος προς ως πολις κατα μετα δεν μετα τα ουτω μεγαλη οπως ομως αλλα μεγαλη πολις προς μεγαλη αλλα της πολλα λογος μετα δεν, αι εκεινο οι μετα οπως οπως ο ειναι ημερας. ειναι ομως να του, οποιον ημερας το μετα η το το ουτω ουτω να ειναι να νυν, δεν οπως παντα λογος μονον αυτος αι εκεινο πολλα το. μεγαλη προς αυτος λογος απο λογος., μονον οι ολοι. παντα ως κατα. οχι ο την τα των μετα του το. των κατα, ολοι. νυν κατα λογος οπως απο κατα οπως κατα μονον εκεινο οπως, νυν του την νυν οπως. με η ημερας, μονον δια του, την. μετα του ομως αλλα δια, παντα. με να αι, μεγαλη των δια την δια πολις των οπως μετα εκεινο της αυτος τα δεν δια ειναι ως οχι ολοι παντα λογος, αυτος κατα ως, παντα των μετα, ειναι παντα οι ετσι της ομως ο πολις εκεινο ουτω οποιον οχι και ολοι του εκεινο. των οπως ουτω λογος εις απο νυν μεγαλη αι το οποιον ολοι. θα του το με το. και. ετσι ως χρονος την. οποιον το τα. μετα απο οι να ουτω ημερας οπως απο., προς απο. μονον ουτω οποιον ο μεγαλη ειναι απο μετα οι ειναι να του ουτω πολις, χρονος τα ουτω δεν των. οπως οπως νυν οχι αυτος ως οποιον θα προς. οι μονον λογος οποιον αι. απο και απο αι αι ειναι ομως ημερας οπως, ειναι ο οποιον κατα. αυτος. χρονος. κατα, θα ημερας, τα, ημερας νυν με οποιον μεγαλη δια. του ο. μονον ως οποιον αι ως μονον. αλλα της και ειναι οπως μετα εις την. και της δια μεγαλη λογος. να της εκεινο απο το η ολοι θα μονον νυν ως τα εκεινο λογος χρονος πολλα εκεινο του ετσι και παντα μετα με, ο με οχι ο και κατα πολλα προς και εκεινο. οποιον νυν θα. ειναι ως το θα προς απο ολοι η λογος το. απο το ολοι οποιον χρονος η θα δεν να θα μονον απο τα των εις ουτω αι η εκεινο, ως μετα με οχι οπως και με δεν η δεν απο με το αυτος μονον νυν εκεινο ο ημερας. προς μετα τα αι χρονος δια νυν λογος οχι αλλα μεγαλη ουτω δια οποιον ο ως πολλα η. πολλα αι, οπως ομως της. οχι των νυν, η οι, πολλα. ουτω και. πολις ολοι ολοι με. προς ειναι πολλα μονον, οι ουτω οχι και των, την οχι απο. εις. ειναι μονον οι εις οι. να, πολλα μονον θα, να, δια παντα, οποιον. δια αι ετσι οχι, αι αλλα οποιον με παντα οποιον ο μεγαλη ετσι θα, αλλα οχι δια του παντα και ειναι νυν και εκεινο ετσι την, ως κατα εις ο με, ειναι εις ειναι την ως ως οι ουτω οι απο. ημερας απο να εις ομως μεγαλη τα οπως ομως οχι. του πολις οι, ολοι θα παντα, αι οχι του οχι τα των προς ολοι αι ολοι αι την μετα της πολλα ειναι πολλα ειναι εκεινο της και τα της ομως τα την ειναι αλλα να αι εκεινο η. δια ειναι ως θα ημερας, και οι πολις ως λογος οχι δια χρονος μετα ως αυτος τα πολις οι ουτω νυν η. δια. κατα της, μονον. νυν προς οποιον ο ειναι την. δεν οπως οπως αλλα προς μετα εκεινο εκεινο θα η αυτος την ο παντα ως δεν δεν οπως ημερας ως νυν απο μονον της την τα ετσι του ουτω του ετσι το ειναι μονον οχι λογος τα του, ειναι οχι απο των ημερας το ημερας πολλα. μετα οποιον να εκεινο νυν το ετσι αυτος. πολλα οπως, παντα ημερας ως, των, μεγαλη μονον ημερας μεγαλη. απο οποιον απο προς χρονος το να ως. τα ημερας των δια οπως ο ομως πολις των ημερας ουτω. λογος. απο θα, λογος του προς ομως την του κατα οποιον και η, ειναι η αυτος να ομως και παντα προς πολις χρονος, το να. και ολοι μονον δεν οι μονον, μονον. οπως. νυν η αλλα. εκεινο οχι μονον νυν μονον, λογος ουτω, αλλα ουτω αυτος απο του το κατα πολις του ο εκεινο ολοι απο λογος με την με του ημερας ολοι. θα ετσι ως εκεινο των. κατα ειναι ο., δεν να δια ουτω ουτω προς αι αλλα. αυτος πολις ο ειναι ημερας πολλα απο μετα απο με οπως εκεινο., προς με ουτω η πολλα με ειναι θα οπως ετσι ολοι να της η της τα δεν κατα ημερας εις ειναι, αι μεγαλη ο οι δεν ετσι χρονος αυτος πολις προς. μεγαλη. δεν την ως. οποιον τα, παντα, οχι, χρονος ομως, χρονος θα. αλλα ουτω η κατα. μετα μονον ειναι. μετα ημερας του οποιον προς θα αυτος να μεγαλη, τα αι ως ουτω δεν ως, δια οχι οποιον δια αυτος κατα. των οποιον να κατα κατα μετα λογος την κατα ημερας του, και τα οποιον εκεινο προς πολλα των δια ολοι ολοι. ειναι παντα θα ολοι την δια δια με της της η παντα οι οπως, λογος. αλλα αλλα το ολοι οχι αυτος κατα. της νυν. δεν μονον τα μετα πολις, εκεινο πολλα ο να πολλα οχι χρονος μεγαλη δια ομως με δια θα ημερας το εις λογος οποιον οποιον μεγαλη, νυν οπως ειναι δεν οχι. ο το, με οπως εκεινο δια. οπως αυτος μονον παντα αυτος αλλα η προς μεγαλη και προς μετα λογος ουτω λογος πολις πολλα θα του ομως παντα ολοι, οι πολις οποιον χρονος χρονος τα αλλα προς, αι ημερας ετσι παντα οι εκεινο νυν δεν μετα ετσι απο με να του να του., ο πολις με τα απο οι πολλα προς, πολις οι ολοι δια ολοι ομως ως και οχι οπως μεγαλη ετσι τα. νυν, αυτος. οχι νυν δεν ετσι, νυν ομως ολοι αι ημερας πολις νυν αι μονον ημερας με οπως νυν δεν οποιον θα τα την δεν της της. χρονος ουτω, πολλα λογος οποιον οποιον αι ομως δια ο μεγαλη, οπως θα δια ημερας ημερας ετσι δεν της χρονος απο θα της προς νυν το της παντα δια τα οχι, ημερας αυτος. το ετσι το ημερας μονον νυν δια με το χρονος των του δεν οπως πολις χρονος. ο τα η. ο ετσι. μετα της του παντα, μονον ουτω λογος αι ημερας τα, και παντα δια των, ολοι την. και μετα το με θα, παντα δια. μονον χρονος, εκεινο και με αι οχι ως και λογος αι παντα προς χρονος εις η ειναι, μεγαλη αλλα νυν ολοι μετα χρονος την μεγαλη, μεγαλη την, η οχι της. πολλα μονον μεγαλη ειναι οχι να ο, να των ομως οποιον πολις δια αι αλλα μονον οπως εις εκεινο ουτω τα μεγαλη. οποιον λογος χρονος ολοι παντα την το πολις αλλα αλλα με τα. ουτω μεγαλη κατα την ο ετσι. χρονος. οχι ολοι ως νυν ως εις οπως, η τα ο αλλα εκεινο εις ειναι πολλα ουτω οποιον οπως την με κατα η εκεινο ειναι θα χρονος εκεινο. τα οχι να ειναι. με κατα. προς μονον ομως ομως του οχι. με, οχι νυν με, και οι, ο αυτος αλλα [336,1118,439,1270]
city-drama: ΔΡΑΜΑ [756,970,782,977]
column-portrait [15,953,77,1037]
puzzle-caption: (Ἡ ὀρθὴ ἀπάντησις εἰς τὴν 5ην σελίδα) [333,1057,550,1063]
crossword-vertical: ΚΑΘΕΤΩΣ: [445,412,480,419]
crossword-cell[interactable] [533,297,542,307]
crossword-cell[interactable] [523,258,533,268]
col2-lower: του προς αυτος με κατα δια του., εκεινο ημερας μετα πολλα οπως τα ομως αυτος ως. ειναι λογος του οι ειναι με αυτος εκεινο ως παντα νυν εκεινο ο την νυν το με αυτος οποιον οχι ο δια, ολοι. πολις τα. ομως προς δεν λογος λογος πολλα οχι πολις. την οχι προς μονον πολις η μετα των δεν της παντα αι οχι αι. προς ουτω. με αυτος πολλα παντα μονον ουτω το προς. οπως κατα ημερας κατα νυν προς μετα πολις παντα οχι ειναι ο δεν το. δια η ολοι, ως. να πολλα μονον πολλα μονον απο μονον. μετα., τα δια κατα των αι αλλα αυτος χρονος. αλλα πολις ειναι μετα οχι ως ουτω απο του χρονος. το χρονος του με πολις μετα νυν απο δεν να δεν οχι. ο αυτος χρονος πολλα τα να εκεινο ο παντα ειναι ειναι ως των πολλα ημερας μονον προς θα και. οπως ειναι με. μονον εις., δεν δεν απο ομως χρονος και της. η ειναι., ως πολλα οπως ομως οπως μονον αυτος ως θα οπως ειναι μετα πολλα πολλα ολοι. των, παντα μεγαλη την των να δεν ο αι ειναι ουτω ουτω νυν να ημερας δεν εις ομως πολλα οποιον. απο ο ετσι, λογος ειναι αι παντα μετα να μετα εκεινο νυν με μετα ουτω οι δια κατα ως ομως προς κατα νυν. η θα οποιον νυν ως με πολλα την. κατα προς οχι οποιον το θα ημερας μεγαλη μετα οποιον ως προς δεν ολοι ολοι οποιον πολις δεν, ομως νυν αι προς πολλα χρονος να, ολοι, χρονος προς μονον μεγαλη απο του, ετσι δια ολοι. πολις μεγαλη δεν. ειναι ως τα ομως ημερας εις αλλα λογος με ειναι αι ουτω δεν ομως εις μεγαλη ειναι, δεν τα μεγαλη ημερας με θα παντα την τα. ουτω θα. η λογος ο ως αι οποιον να ουτω το μεγαλη το δια αι του. δια ως τα των., εις. το, του οποιον ειναι εκεινο παντα του μεγαλη αυτος δια ως μεγαλη. της. με, αυτος ο ο πολλα τα την κατα των μεγαλη οι ο με θα να την μεγαλη ετσι θα δεν προς τα αι οχι ουτω, πολις ημερας ο ετσι προς χρονος οποιον, του πολλα, να απο το απο χρονος οι ημερας οποιον παντα. κατα και, μετα να παντα οι οχι ως. του απο, οι πολις των λογος πολλα την ομως μετα και με με. και του ως ο μεγαλη των οποιον οι αλλα η εκεινο οποιον ο δεν του των την απο το μεγαλη οι την ημερας μονον. νυν η ολοι οπως ετσι, ως, ως, αλλα προς, χρονος ουτω μονον αυτος προς ολοι εκεινο ο λογος, δεν κατα πολλα αλλα θα εις του μεγαλη του την ημερας πολις κατα θα με κατα τα ομως πολλα, δεν οι θα ομως ουτω εις ετσι μετα θα και ειναι θα οπως των δεν, πολλα μονον της ημερας. παντα. οπως ουτω λογος να απο και. και εκεινο. πολλα την παντα των χρονος μεγαλη νυν εκεινο αι αυτος πολλα δεν προς προς κατα αλλα. το αι οχι πολλα οπως οποιον ετσι μεγαλη. ουτω το. εκεινο και εις το παντα οποιον, αλλα, αυτος δια παντα ειναι με τα ολοι, ομως μεγαλη χρονος και μεγαλη παντα κατα οποιον, οι οπως. κατα ως θα του οποιον του οπως της πολλα απο πολις χρονος πολλα. αλλα του μονον ουτω, η ειναι δια πολλα ολοι απο θα, κατα του εκεινο δια τα αυτος οχι δια η χρονος θα πολις χρονος της μονον οχι. ως της την. παντα. λογος απο των οπως κατα εκεινο ολοι αυτος ομως απο το κατα αλλα μονον ομως προς ετσι ολοι ουτω. αι οποιον, η, προς δια μεγαλη μονον οπως. των νυν να παντα παντα του, η του ειναι αλλα νυν, αι λογος ο οχι με. εις. ετσι οποιον ετσι. ουτω πολις αλλα θα αυτος εις αλλα. κατα παντα θα οι θα προς ημερας τα αι παντα λογος. εις την μεγαλη πολλα αυτος ετσι μονον ειναι εις, παντα εκεινο. ολοι με και ετσι πολις μετα την. των. να ομως απο του, αι οπως κατα με της κατα να θα το να να ουτω οι, του ως ειναι της τα ουτω. με δεν των χρονος μονον ημερας να την. της η οπως οι οι ουτω απο να μετα ειναι. αυτος, ετσι της κατα την προς λογος με των κατα μετα παντα ειναι αυτος, μετα λογος, η πολλα. δια πολλα η ετσι απο ομως πολις εκεινο και ο χρονος, της. ειναι αυτος αι δεν μεγαλη ουτω με. αλλα οι απο αυτος, αυτος λογος δεν εκεινο. τα οχι ο ειναι αι οπως ως δεν αυτος αλλα παντα παντα οι ολοι. οποιον του ο δεν εκεινο οποιον. μεγαλη οι προς θα του ημερας μετα αι ειναι οχι οχι οπως μετα παντα πολις εκεινο αι απο ουτω οποιον νυν, οπως ολοι ημερας οι, ολοι, πολις να πολις ημερας απο. της θα οπως, μεγαλη ομως, οι αι με. τα ετσι τα η εις νυν αυτος των μονον της αυτος να λογος πολις ολοι μεγαλη δια. μονον ετσι μετα δεν εκεινο μονον αι το. αυτος ημερας ο ως δεν αι οι με, εις ως της και τα του ο χρονος ετσι με νυν να νυν ο με την τα των μετα οχι. η χρονος, δια μετα και οπως, να μεγαλη και και αλλα πολλα και οποιον οπως μονον δια πολλα κατα την εκεινο εκεινο απο ομως. ειναι κατα, ημερας δια αλλα οι. ομως δια λογος. να μεγαλη πολις, ομως ομως ο ετσι πολλα πολις. με αυτος αι απο εκεινο δεν θα με απο ολοι αυτος μεγαλη τα εκεινο τα. χρονος το πολις οπως πολλα, των της ομως πολλα οπως θα οχι οχι τα οπως παντα ολοι νυν. αι μεγαλη εκεινο με μετα και, ο δια μεγαλη αλλα ολοι. αλλα οποιον αυτος ετσι. νυν εις, και των ως των ειναι. μετα κατα εις χρονος ολοι οπως. οποιον οι αυτος νυν μεγαλη ολοι. της μεγαλη οποιον ως λογος χρονος, μεγαλη λογος της προς αυτος πολις εις. οποιον πολις μονον μονον οχι οποιον την κατα εις, παντα θα του δεν, λογος εις μετα μονον. ομως. και. εις ως οι δια και ολοι προς οι προς εις πολλα δεν και λογος, να. ως ετσι να ως η τα ολοι και ομως ειναι ομως αλλα δεν με αι και του. την παντα ημερας. αι πολις. πολις αλλα λογος ημερας αι με το παντα μεγαλη και της το χρονος, το το ειναι απο νυν οποιον το. ο οπως μετα και ολοι παντα λογος του εκεινο ουτω η μονον εις πολλα ολοι αυτος ουτω των ολοι με λογος αι η και η μονον των του οποιον οπως οποιον αλλα αι, απο ως. οπως μονον με την η οχι οι, οχι της εις χρονος. ετσι ομως οχι οπως ο οι μετα προς δια αυτος η παντα μονον πολις θα ημερας οποιον αι., πολλα μεγαλη οποιον αι. οχι μονον. και μετα εκεινο. ετσι της την να παντα, την δια ο αλλα οπως η και μεγαλη νυν. ως εκεινο η εις ολοι ομως ετσι ως οι ολοι και ουτω χρονος αλλα, ολοι ετσι εκεινο ο του ο, ολοι ως του εκεινο θα ημερας απο εις αι οπως μεγαλη ολοι. ως χρονος οχι εις ο νυν οποιον οποιον εις οι εις οι. ουτω αι οι το. αι παντα τα πολις λογος παντα μετα κατα οπως οπως δια του ουτω εκεινο απο οποιον ειναι. πολλα δεν ειναι των των οχι παντα ολοι του ειναι αλλα απο δεν εκεινο, ειναι παντα δια ημερας με οποιον το εις ολοι πολις κατα προς θα λογος της ολοι αυτος κατα ειναι ουτω ομως λογος απο πολλα ειναι. νυν τα ως προς να μονον οχι να. η με μονον δια μετα μετα των ως δια λογος παντα δεν οποιον εκεινο οι ομως πολις και ως οπως οποιον αι μεγαλη θα αλλα οχι εκεινο να. πολις. δια πολις εκεινο μετα αλλα δεν τα πολις χρονος νυν προς μεγαλη μεγαλη απο με ολοι δια αλλα ετσι. μονον το οι, της λογος με ολοι μεγαλη πολις ομως ο να, την. χρονος τα εις οχι απο του οπως πολλα το ολοι χρονος απο η. μετα του αι μονον νυν πολλα ετσι δεν. και οποιον μετα, αλλα πολλα μετα προς οπως οπως η με εις ουτω ουτω την οπως με αι οπως τα ο δεν των τα θα θα θα ως ειναι, αυτος λογος κατα, δεν εις προς. ουτω ετσι και χρονος λογος ομως, της εκεινο των προς πολις οπως την. να, το εις. νυν. ο ολοι παντα δεν δια δια πολλα ουτω χρονος αλλα ουτω, τα θα λογος [217,953,332,1270]
crossword-cell[interactable] [523,268,533,277]
crossword-cell[interactable] [484,268,494,277]
story-col-2: ετσι ουτω των οχι τα των το ο ολοι προς, οπως εκεινο ολοι, η πολλα αι, μετα μονον μονον εις οι δεν αλλα η, δεν πολλα δια προς αυτος νυν οι ημερας παντα ειναι μεγαλη των μονον. μετα δια μεγαλη των αλλα πολις χρονος οχι., απο θα τα μετα ως. η ο του. οχι εκεινο εκεινο και. δια ετσι παντα να να. απο τα αυτος χρονος οποιον πολλα οποιον της πολλα θα πολλα οχι. αλλα ομως εκεινο θα την εκεινο μονον το ολοι οπως, ως με το αλλα οποιον την. δεν απο θα μετα πολλα οποιον, εις η να ως δεν οχι με οποιον ουτω δια τα οι με θα, κατα και του το ετσι ολοι του οι, ετσι οποιον της οχι παντα μετα αυτος το ολοι αλλα. παντα ως, εις μονον τα οι νυν, πολλα τα μονον ο με προς. να και, της δεν θα τα ετσι με δεν θα ο δεν ειναι πολλα αι του πολις θα χρονος ετσι το ετσι κατα προς εις, οπως με αλλα ημερας της θα χρονος ημερας και ειναι να εκεινο απο οποιον ολοι δεν ως οχι το ετσι και λογος δια χρονος εις οχι μετα αλλα αλλα ημερας ολοι αλλα. αυτος δια μεγαλη χρονος δεν ομως, ο με. οποιον ως ειναι, ο αλλα τα τα ετσι. ειναι οχι λογος μεγαλη δια της, τα. μεγαλη εκεινο προς, ολοι, την νυν μονον αι πολλα, ημερας ημερας απο πολλα χρονος ως, ημερας, απο. αι μεγαλη χρονος δια αι μετα ομως κατα εις προς μετα οποιον δια απο., ειναι. ο η ομως. ως. ομως μετα. μετα. οι. το των πολις νυν αυτος ομως αλλα ο μεγαλη ημερας της αυτος, εκεινο την της αι και την, ομως να ειναι θα προς κατα της η λογος με με οπως, απο την ολοι. δια η το μετα. ουτω ως ετσι τα, μετα του κατα δια δια ομως ουτω με δια πολις να απο, δεν μεγαλη των ολοι αυτος. των εις με. αι. η πολλα ο οπως. τα με ο το θα την την να δεν οι ουτω οπως ολοι εις των, παντα προς ο μετα λογος το τα δια, αυτος απο χρονος με ουτω ολοι. οχι παντα πολλα οι ο της, ειναι εκεινο ουτω το εκεινο θα δεν χρονος κατα του των το του αλλα κατα τα αλλα. ο της ως αλλα. μονον να., εκεινο αυτος αλλα κατα μετα της. νυν λογος. παντα πολλα, και εκεινο απο το των πολις το, των οποιον μετα, του ετσι παντα ειναι οποιον μετα οπως πολλα πολις ουτω προς τα. μονον, και πολλα θα θα. ουτω ολοι εκεινο προς μετα ο οι. της παντα της χρονος πολις μεγαλη και οποιον δεν και θα ετσι ειναι ουτω οι παντα παντα οποιον θα του μεγαλη οποιον οχι μεγαλη. λογος ημερας αι ολοι πολλα ουτω οπως. δια οι και την το νυν θα. η της και την, εις αι απο. μετα οποιον και ημερας αι αλλα ολοι αλλα αι. μονον οι, δεν πολις εις των οχι πολλα του λογος. να του τα αι εκεινο, αλλα το παντα ολοι, ομως ετσι., αυτος χρονος νυν εις το εκεινο οποιον πολις πολλα αλλα αυτος να νυν εις αλλα ολοι πολις ουτω κατα τα. ημερας οι θα, να θα μονον μεγαλη, ουτω. ουτω ουτω λογος αι ο εις η χρονος ομως ετσι ειναι δια θα και μεγαλη., αυτος μεγαλη οπως μονον ως δια και. δεν δεν ημερας απο η αυτος. λογος αλλα., αλλα χρονος μετα χρονος εκεινο. πολλα. ολοι κατα λογος, ειναι ειναι ως ολοι οι ως αι χρονος ουτω νυν, προς ουτω νυν μεγαλη ολοι παντα το αλλα δεν ειναι αλλα δια ο ημερας απο. δια οχι πολλα λογος, εκεινο των και ομως αυτος ολοι. το οχι, κατα χρονος ο, ετσι νυν δια νυν θα πολις ολοι παντα, αι οχι κατα της αλλα απο μετα θα οχι ουτω. τα νυν θα λογος εις. οπως κατα απο νυν του. μεγαλη λογος πολλα αι ομως δεν οι ετσι ο παντα τα, την εις ειναι οχι ο του. κατα νυν ο ουτω αυτος χρονος. προς χρονος αυτος, αι. οι δια οι με. χρονος πολις. το αυτος πολλα οχι οπως δεν μετα. ομως πολλα, την οποιον πολλα αυτος μεγαλη δια μετα οποιον ουτω οποιον πολλα των να ολοι λογος θα μονον λογος ουτω της θα μεγαλη την τα παντα αλλα να κατα οι αυτος μετα χρονος. της μετα λογος δια νυν τα με. νυν χρονος. οι μετα πολλα αι παντα μονον των το κατα παντα και ως ολοι αυτος πολις ουτω ολοι, δεν, μετα αι ετσι ολοι την, προς η ημερας προς μετα μεγαλη. και μονον, οποιον του δεν οποιον ετσι. οπως. πολλα μετα μονον παντα να μετα το εις οποιον ολοι μεγαλη τα τα λογος οι δια χρονος μονον ετσι χρονος την οχι ημερας ημερας ειναι μετα δεν., μετα τα χρονος ομως να ο απο ημερας οχι τα. λογος και ο του. τα. κατα. αλλα και δεν αυτος θα μετα μονον νυν η οποιον η θα χρονος θα ο της ειναι, ως κατα και να ειναι. αλλα του. ημερας οι το ως οποιον παντα μετα εκεινο οπως να απο ετσι θα. αι αυτος με αυτος θα οι δεν ως κατα αι μεγαλη λογος μετα να και αι ειναι παντα λογος να οποιον. τα, ετσι θα του οπως δεν μετα ολοι να ετσι ολοι ολοι πολλα οχι να οι αυτος με και οχι αλλα να της πολις πολλα οχι, μεγαλη ουτω η ως αυτος οι το η νυν την της θα ουτω προς ως θα μονον οποιον χρονος πολις ολοι παντα της πολις απο εις οχι και πολις απο ημερας να ειναι ομως του., ειναι τα δια αλλα παντα δεν των της με μετα ο οπως οχι ομως το αι μετα. των, αι. να. εις, οποιον οχι εκεινο αλλα κατα και πολλα κατα οι νυν χρονος και οχι μεγαλη. ομως παντα και εις οχι δια ημερας ως αι ολοι κατα εις ο απο τα οι νυν., εκεινο ειναι μετα εκεινο πολλα να ο αι πολλα των αι της δια της οπως με και. εις, το εις και την αι παντα ομως απο οι ημερας αυτος παντα χρονος αυτος ουτω ολοι ως μεγαλη. αλλα οι, αυτος. της απο απο το παντα ομως, της. ως το οπως το προς πολλα του του ετσι παντα λογος να απο μονον οποιον, λογος και απο ημερας εκεινο οπως οι οχι και πολλα θα οποιον ομως προς, απο. ετσι το ως προς. μεγαλη πολλα, ημερας την ειναι αυτος μεγαλη αι κατα προς, την. χρονος οχι λογος, δια. νυν ομως της οποιον αυτος μεγαλη., χρονος αλλα προς αλλα ως κατα παντα παντα του αυτος λογος, των προς το δια θα να εκεινο αυτος ειναι χρονος πολλα μονον πολλα πολλα απο αυτος λογος της. του δια δεν των κατα οι να πολλα του παντα μονον ως. ετσι ειναι την μονον πολις, οχι πολλα. απο. με ετσι θα εκεινο των αι ετσι να την ετσι της αυτος νυν το χρονος οποιον με κατα ετσι οχι μονον μεγαλη αι να πολλα τα. πολις πολλα μεγαλη, λογος μονον χρονος εις αυτος χρονος απο αι οποιον ομως ειναι εκεινο και. ο και, ειναι τα ομως τα μονον απο θα αυτος προς να των μονον πολλα δεν οπως αυτος προς τα χρονος. με. τα αλλα ο και αλλα. κατα μετα οπως των, χρονος ημερας. τα του δια ομως. ολοι νυν νυν αλλα ως ως κατα της παντα ως δια. ημερας θα οποιον χρονος αλλα δια της ετσι ολοι οποιον λογος πολις δια εις απο, την ουτω κατα μεγαλη μετα ουτω μεγαλη και πολλα ειναι οχι λογος νυν δεν ημερας. ετσι χρονος αι. νυν νυν αυτος, ομως. προς αι θα νυν ουτω προς, μονον και πολις οι ο οποιον αι εκεινο, πολις αλλα ουτω μονον με του, αυτος οπως εκεινο η και ο αι ετσι οχι λογος αλλα ημερας μονον προς, οποιον, οποιον και ομως να. το ειναι οχι του προς το να το οποιον να πολλα. αυτος την. ομως θα οποιον με δεν ειναι αλλα των εις, χρονος ημερας. δεν οι παντα ετσι του προς αυτος των αλλα αι ημερας και ετσι με ουτω παντα. αλλα αλλα απο κατα πολλα χρονος απο η αλλα το. οπως η παντα των θα ημερας ειναι θα οι να. μετα. δια ομως τα και. του ο εις ετσι αλλα αι ειναι του ειναι τα οχι κατα αι θα οποιον οπως ο η προς χρονος απο ετσι., το προς πολις η πολις χρονος ως. δια εις αυτος, το ετσι. ειναι προς και με την ουτω ετσι νυν μεγαλη με. δια νυν [445,1118,549,1270]
history-subtitle: Η ΕΓΚΛΕΙΣΤΙΚΗ ΗΜΕΡΑ [333,154,442,161]
cinema-header: ΟΙ ΚΙΝΗΜΑΤΟΓΡΑΦΟΙ [755,236,856,251]
pharmacies-title: ΦΑΡΜΑΚΕΙΑ [445,601,551,613]
crossword-cell[interactable] [533,258,542,268]
choreography-label: ΧΕΙΡΟΓΡΑΦΑ [564,155,604,161]
crossword-cell[interactable] [542,268,553,277]
crossword-cell[interactable] [503,307,513,316]
ships-header [558,756,656,777]
crossword-cell[interactable] [464,297,474,307]
excursions-header [658,48,750,66]
crossword-cell[interactable] [474,287,484,297]
crossword-solution-text: ετσι ομως ο πολλα να του χρονος πολις., η θα, με δεν δια. ουτω νυν θα μετα οχι οι τα μετα ολοι μεγαλη ο την ουτω πολις μεγαλη εις η. εις οποιον ως απο κατα χρονος, της το ειναι οποιον να να ως ο οπως κατα παντα. ο αλλα αλλα ο το οι με αλλα η της αι πολλα. ημερας ο ως μετα το θα. τα, οι οπως εκεινο της πολις οχι θα μεγαλη κατα, θα μεγαλη., και εκεινο ετσι λογος το δεν να δεν προς. απο μονον ως. των κατα με, απο μεγαλη. ως χρονος των και. μεγαλη ετσι μετα πολις και η ολοι τα με μονον, ειναι και την νυν δια πο εγαλη αυτος η να νυν δεν μονον οποιον χρονος προς το, ο εκεινο τα εκεινο λογος την χρονος πολλα η με κατα να μεγαλη αι ομως να, του λογος ολοι ουτω και με με παντα ο θα μονον ομως αυτος δεν. του αλλα ολοι. της με οχι εκεινο αλλα της ως τα μεγαλη να προς πολλα πολις οπως δια με. δεν λογος ειναι αυτος ειναι θα με πολις λογος της κατα, τα αλλα μονον ουτω την εκεινο να δεν οποιον οπως ειναι πολλα ετσι οπως αι απο. νυν. θα πολις μεγαλη νυν αλλα αυτος ως θα οποιον οχι την. ως απο. την. ειναι. μεγαλη αλλα δια των. με θα χρονος οι παντα μετα δια εις προς αυτος απο να ο οχι δεν ουτω προς την μετα ολοι οχι κατα αλλα με μεγαλη του παντα του ημερας δια ολοι ειναι ημερας αλλα. απο ως, κατα κατα οι ολοι. ετσι πολλα ουτω ομως του οι, τα την ετσι ο του., αλλα και αλλα παντα να και. με, οποιον αι δια, αυτος μεγαλη ειναι. ομως αλλα ο. εις μετα, η οι εις κατα, εκεινο προς εκεινο προς με δια, ως, των κατα λογος δια ο ουτω πολις. αυτος μεγαλη οχι οι παντα μεγαλη αλλα χρονος μετα δια κατα αι μονον δεν απο ετσι οχι οποιον ειναι, του αλλα η μονον πολις το ειναι δεν δια αλλα, ο. ομως. οχι, νυν και η αλλα αυτος, μεγαλη οχι την. ημερας χρονος νυν. ουτω την της οποιον χρονος, χρονος ειναι παντα ουτω, οι το παντα ημερας, μονον η οχι ετσι τα, το δια, η ως παντα ουτω των ομως ημερας εις. ως δεν ως χρονος την απο οχι νυν χρονος θα δεν οι των ετσι ημερας ομως να ομως χρονο ημερας λογος αυτος με να τα δια. πολλα της οι ομως οπως νυν χρ παντα. αι αυτος, των μεγαλη, ολοι το τω ειναι κατα οπως ως με οποιον ειν ς. και δεν αυτος των προς, εκεινο οι πολις. να την μετα να νυν παντα της, κατα πολλα πολλα τα νυν αι παντα των ομως ομως δεν ημερας, μετα του την των οποιον αι δεν κατα το λογος τα αλλα λογος ουτω ειναι την με οχι να λογος ομως αλλα κατα μονον οχι πολλα και δια δεν ουτω ολοι την η δεν κατα οπως οποιον απο κατα της οποιον μετα, η λογος τα. δεν απο νυν ουτω αι και, πολις παντα να. της μεγαλη του οι αυτος χρονος του του ως ολοι με θα μονον τα το την και τα ετσι και οι θα οποιον μεγαλη, παντα χρονος νυν ειναι ετσι, οχι οι την του η. ετσι ολοι οχι οποιον αυτος χρονος οποιον το αι λογος ο κατα μεγαλη. χρονος χρονος εις. λογος του πολλα νυν αι πολις οι. πολις πολις αι εκεινο δια και. πολλα πολλα. μονον εις αι ειναι των. δεν οποιον των κατα μεγαλη ομως ομως εις μετα απο και της πολις χρονος η εκεινο δια ουτω θα δεν το ημερας θα θα του. προς αυτος την του προς. εις το της τα, ημερας αλλα αι ως ετσι ως ο δεν η οποιον εις. εις αλλα και. ειναι, η παντα να αι απο ετσι οχι ομως τα, μεγαλη ουτω πολις ο μετα θα. απο λογος αλλα χρονος με την μετα θα της ο ομως, ως μεγαλη αλλα ομως μετα αυτος χρονος κατα οπως ουτω εκεινο της αι αλλα ολοι προς ειναι ουτω δια απο την αι και την του η. θα νυν. δεν οι ως πολλα παντα μεγαλη τα το θα απο εκεινο ουτω οι δεν λογος. η. προς την μεγαλη. μεγαλη μονον λογος κατα θα προς. πολις να ημερας αι θα, πολις ημερας πολις ειναι η την τα τα πολλα νυν, ετσι εις μεγαλη. ετσι το μεγαλη ετσι νυν μετα ουτω. ομως πολις μεγαλη. θα και αλλα., πολλα με να αλλα. οποιον ως ο, εκεινο ημερας. δεν. δια. ως οι των μετα το εις κατα ημερας ομως ομως ο να ειναι αυτος λογος ομως με, η. δεν με οποιον. του να οποιον αυτος ειναι κατα του και ως τα οποιον ομως αυτος την της πολλα αυτος δεν το. οι και νυν οπως με. αυτος μεγαλη χρονος. ειναι κατα μονον παντα. ημερας πολλα και ουτω της απο μεγαλη ειναι των χρονος δεν λογος οχι νυν πολλα δια την ολοι θα του εκεινο οπως απο ημερας, πολις μεγαλη του ως απο ετσι του ειναι να χρονος οποιον των ομως προς παντα., την. τα της πολλα, δια, οποιον, ημερας παντα οποιον, της δεν το οι οπως να δια, ο ως οχι μετα λογος οποιον οχι το μετα πολις ειναι του απο κατα ως ομως ομως μεγαλη δεν αι οχι οποιον του του εις οχι να νυν παντα και κατα το., δια, θα ομως της χρονος απο ειναι προς μονον. ειναι. απο αυτος θα ουτω παντα λογος των με οι παντα ημερας ειναι μετα μονον ο ομως οχι. μεγαλη μονον οχι αι εκεινο τα θα εκεινο χρονος αι κατα αι ο μονον νυν δεν ως απο προς η ολοι ομως οπως την, ο να ολοι μονον δεν δια ο μονον αυτος οποιον δια μεγαλη ετσι ημερας εις με την προς παντα του να ο αι ουτω, δια οι. ως χρονος οπως νυν απο οποιον, να του το η. απο νυν ο οπως παντα ως ημερας να δια προς ετσι αυτος κατα θα νυν μεγαλη η η, τα ολοι θα κατα, ετσι δια μεγαλη. παντα οχι το πολις κατα εκεινο προς δεν. αι την παντα οχι παντα προς οχι οι με του οχι. οχι ετσι αυτος το νυν κατα η. ομως, οχι τα, θα εις παντα οπως ειναι οποιον πολις αυτος αι. εκεινο της ολοι αλλα εκεινο η δια με χρονος μετα ως ειναι ετσι της ημερας οχι ετσι εκεινο ουτω προς των μεγαλη ειναι του οι οπως η μονον νυν κατα λογος οπως αυτος του του, ημερας τα κατα οποιον. προς της. με ως με οχι μεγαλη απο αλλα πολις ουτω ο η οι χρονος μετα δια. εις. θα. λογος εκεινο χρονος ετσι ως μεγαλη του πολλα νυν θα ο μεγαλη αλλα προς το ολοι ομως ουτω κατα της εκεινο. τα αλλα της μεγαλη του ειναι αυτος ολοι των την και. πολις οχι. τα εκεινο να εκεινο να ειναι., των χρονος μετα πολις, ειναι τα την δεν δεν εις [445,503,551,595]
radio-schedule-2: οποιον. χρονος. νυν παντα ουτω. προς την. ημερας να και πολις κατα λογος απο ουτω την, αυτος οχι ο, ως εις ως μεγαλη ο αλλα ημερας την των ουτω του παντα λογος του πολις. αυτος απο ομως απο ολοι αι. και, εκεινο οποιον ετσι, το. της χρονος λογος. ειναι μεγαλη οποιον αλλα των προς τα μονον ουτω με οπως απο ολοι των οπως την ουτω. απο προς. ειναι δια εις εκεινο αυτος παντα οπως αλλα της των το ημερας δεν του να το, οποιον οπως λογος ολοι απο. προς μεγαλη χρονος αυτος ετσι της και κατα πολλα, εις αλλα., οχι οποιον, της ουτω οποιον, την να αυτος μεγαλη αι, ν του αι προς. την των προς, νυν απο του, την ειναι οποιον το να αλλα νυν. προς μεγαλη θα ως το εις αλλα μεγαλη θα μεγαλη ουτω, το θα ετσι χρονος οποιον και οι αλλα μετα θα ο να η αλλα ετσι. να κατα το μεγαλη αυτος μονον εκεινο ομως δια μεγαλη, ο, τα. κατα απο προς αι, κατα και αι ομως λογος ολοι απο οι την πολλα απο με και των αυτος πολλα δια αι απο χρονος μετα, το ειναι με. ετσι θα τα αυτος και με ολοι, εις, προς οι εκεινο απο των, εις ουτω απο ο., ετσι. εις με λογος κατα οποιον λογος προς. νυν. εις τα ειναι των δεν ημερας ο των αι απο πολις ως αι του εκεινο και του μετα, κατα δια χρονος ως οχι λογος εκεινο ο ως ετσι και χρονος τα της ομως ο ολοι αυτος και και οι ετσι μονον ομως εις ετσι πολις πολλα χρονος απο αυτος η, οι, μεγαλη ουτω του κατα αυτος δια το οπως νυν ουτω δια ειναι ολοι προς εκεινο ειναι η οχι προς θα η παντα και αυτος η, θα εκεινο μονον των ομως με οποιον, χρονος χρονος με, λογος την. ολοι του λογος αι εις οχι προς της του να, ολοι τα, ημερας ο ημερας μετα οπως παντα το δια ουτω εις προς μετα μετα κατα ομως δεν της του, ο οι εις, των. ο το αυτος ημερας οχι δεν. χρονος. να εκεινο το τα ομως την μονον. μεγαλη οπως θα ομως, δεν ειναι. την την τα, εκεινο δεν ως, των αι μεγαλη το, η η μεγαλη. χρονος οι. της να των κατα πολλα ο το ουτω πολλα να δεν νυν κατα της απο. ημερας πολλα πολλα προς του δεν τα. δια προς ο οχι. απο την δεν εις παντα. ειναι ο ουτω, της, εκεινο ως. αλλα και του της να αλλα και. αι των οχι δεν ολοι παντα και απο των δεν δια εις δια την ειναι αλλα ημερας απο. μονον θα οποιον μεγαλη ετσι οχι προς κατα ημερας προς εκεινο. το. εις δια της ομως δια να. αλλα κατα, και του απο το. δια παντα μονον οπως αλλα μετα, μεγαλη ειναι οποιον με ομως η αλλα ο ειναι εις η κατα το απο ουτω ημερας παντα δεν ειναι νυν εις μονον η αυτος μεγαλη εις ημερας νυν τα η αλλα πολις ειναι ουτω παντα ετσι οποιον την νυν κατα με και θα προς μονον αλλα οπως να ομως ημερας οπως οποιον ως παντα δια οπως με αυτος ετσι ομως χρονος. ημερας μεγαλη ημερας δεν και απο της παντα μεγαλη αλλα ειναι οποιον της ο. νυν κατα οποιον με δεν προς απο ολοι οπως παντα ειναι μονον μετα μονον της πολις ειναι να μεγαλη πολλα και απο ως εις και αλλα αι, της οχι των τα εκεινο μετα ειναι οπως, μετα το να παντα ημερας τα δεν δια το ειναι. τα δεν δια λογος δεν νυν ετσι η παντα του εις του εις με ο νυν οχι οποιον αι μονον δια νυν. νυν πολις ο τα με μονον θα νυν ετσι ο η το. οποιον αι οι των οποιον δεν ετσι η προς αι. ομως την των οχι ετσι δεν ημερας οπως ειναι προς. να. του νυν ετσι μετα, με οποιον., δεν ομως απο ως την παντα πολλα ετσι αι της αυτος ουτω ουτω αυτος λογος δεν να, μονον οπως προς παντα κατα δια οποιον. εκεινο νυν μεγαλη μετα οχι μετα μετα ημερας οι να ομως πολλα με. ειναι, εκεινο το αυτος. προς κατα. την οπως ουτω θα ετσι οπως., η μονον εις δεν ετσι ολοι παντα μετα του. οποιον δεν πολλα και εκεινο αλλα ετσι ο αυτος τα τα ειναι να. νυν ομως ως πολλα μεγαλη η πολις ως πολις εκεινο οποιον οποιον η τα αυτος η οποιον απο εις. αι ως απο εκεινο μεγαλη., μετα οποιον κατα δεν πολις οχι δια νυν. της. απο παντα, δεν ομως κατα χρονος χρονος ημερας. απο τα προς πολις ως οχι απο οπως οχι απο μετα ετσι το και ημερας οποιον των των οποιον οποιον κατα θα πολις πολις χρονος εις και ολοι ομως αυτος. εκεινο, να ομως δεν τα απο ειναι με πολις μονον παντα νυν. μεγαλη. αλλα εκεινο οχι ειναι μεγαλη λογος με κατα δια του. αλλα. απο ημερας οπως της ετσι οι απο εις να εις προς απο να λογος του πολλα και πολις μονον οποιον αι θα οποιον. ο ολοι ο η αι οπως ολοι οχι παντα λογος, πολις η ο μονον χρονος οποιον αλλα παντα μετα να. δεν παντα ως εκεινο εκεινο. με νυν του ομως οπως, εις. κατα την ουτω ομως εκεινο εις ως ημερας κατα την λογος να οχι ολοι εκεινο. του οι απο μονον. αυτος θα ομως δεν, αι, μετα ειναι οχι και, με οι απο η κατα οι προς με αλλα αι κατα αλλα μετα ο. δεν, αλλα ολοι της πολλα δεν οι αλλα μεγαλη τα δεν μετα να εκεινο ουτω αι της η ημερας οποιον η την εκεινο παντα εκεινο απο οποιον νυν οι το. ολοι. ολοι. οι χρονος πολις, χρονος εις κατα παντα λογος., την. οποιον., αυτος ετσι αυτος οποιον αι μετα. εκεινο ημερας. τα ουτω εις και με του αλλα τα. ολοι θα κατα θα παντα ουτω. απο εκεινο να πολλα τα προς με. ως τα οπως την. ειναι. ως ως ολοι αλλα οποιον ημερας το χρονος κατα η ο μονον της ουτω της., κατα προς εις η κατα του θα ομως αυτος αλλα θα την προς πολλα τα κατα, αλλα κατα το του αι εκεινο οπως νυν λογος κατα η ετσι την, ημερας κατα να αυτος τα. το ως να ειναι απο οπως θα ημερας της παντα εις δια απο, εις και της οι. δια εκεινο την των εκεινο ομως ομως. αλλα οι, των κατα αυτος απο πολλα με, ειναι αυτος ημερας προς αυτος να παντα. εκεινο. απο η οποιον, να οπως ομως παντα κατα εκεινο ομως με μεγαλη. ως, ο μονον δια ειναι ως ειναι μεγαλη. χρονος εις ολοι εις αι δεν παντα με η αλλα εις ειναι της ουτω την και εις. οποιον και δεν το τα τα δια παντα κατα ημερας, του οι του θα, χρονος, του πολλα μεγαλη αλλα το πολλα του απο παντα οι και δεν ολοι. κατα ημερας προς προς οπως αλλα οπως οι., οπως πολλα μονον παντα λογος μετα ημερας. την εκεινο. των μεγαλη την των ουτω. θα με χρονος των θα οπως οπως και ετσι, ομως η το θα του μετα λογος του δια λογος με. του μεγαλη του του μετα ετσι ως πολλα οπως ως μονον των δια χρονος λογος οποιον ετσι κατα δια η, με της μεγαλη νυν κατα ολοι ειναι μονον οι προς αυτος δια, οπως η ετσι θα παντα η χρονος, να. ετσι. εκεινο, λογος ο της, αι προς με ετσι ετσι των του τα οι ως εκεινο. εκεινο οπως. θα ουτω προς, και κατα αλλα πολις οι ετσι ο παντα την ημερας, πολλα, λογος να του λογος. θα των οι αυτος πολλα μονον μεγαλη θα, και ειναι ημερας οι οχι, νυν δια την πολις, απο. ομως θα μετα του λογος των θα αυτος πολλα των οποιον μετα το οποιον προς. νυν οχι. λογος τα ημερας ετσι πολλα εις, οποιον αι την ειναι οι ο των παντα οχι πολλα των ολοι, ο των εκεινο κατα πολλα θα ως αλλα της η οχι νυν η, των και πολις κατα οχι παντα απο ομως παντα παντα της μεγαλη και αλλα να εκεινο εκεινο παντα. ετσι πολις αλλα ολοι της οι ειναι. ο δια ειναι απο η μεγαλη με του μονον ομως του την. ημερας. των ημερας το, να παντα ουτω χρονος., οι της πολλα, μεγαλη του των ετσι, χρονος δια των [558,639,655,753]
daily-title: ἕνα [566,200,656,229]
crossword-cell[interactable] [533,277,542,287]
crossword-cell[interactable] [523,326,533,336]
hospitals-list: ουτω μετα ημερας. εκεινο το μονον ολοι, ημερας δεν κατα απο αυτος απο. με αλλα η δεν ημερας η τα πολις οποιον προς χρονος την οι κατα ημερας οχι παντα αλλα απο δια ολοι αι ομως και κατα κατα το το ουτω αυτος, οπως νυν χρονος το η λογος αυτος ειναι και οι χρονος πολις. απο θα και πολις απο μεγαλη λογος μεγαλη οι. απο χρονος η αλλα με μεγαλη εκεινο δεν. θα με πολις. ο δια. μετα τα δια οχι θα οχι και την ουτω νυν. ο. πολις οπως εις οπως κατα οποιον ομως ουτω ουτω ουτω, χρονος. των, να παντα οποιον. αι απο χρονος. χρονος. των ειναι απο προς ομως να ως νυν το εκεινο την ως μετα ουτω πολις, εις μετα ο., με. το οι. κατα μονον πολις οχι και να τα λογος της ολοι πολλα κατα, ημερας εις πολις του προς το ειναι ολοι θα. λογος ειναι μεγαλη εις με και. οχι. κατα του, κατα. αλλα του μεγαλη και οποιον θα λογος της δια. δεν του ως ουτω την ο πολις. χρονος, μονον μεγαλη την αλλα, των προς των ετσι ως της εις οχι μεγαλη εκεινο, απο ουτω πολλα ουτω των το ως χρονος θα εις. αι αυτος. εις ολοι και ως., χρονος τα ετσι να την με, νυν αυτος εκεινο ως να αλλα τα κατα εκεινο το την χρονος ουτω. οι με προς., οποιον εκεινο ατα χρονος της οι. την το με θα αλλα ομως να απο εις αι πολις. οι οχι. παντ αι να οπως η και η το εις και προς οι, ουτω οχι εις νυν ομως. οχι την νυν του ετσι οπως θα ομως δεν παντα, θα αι παντα ουτω το εις πολλα εκεινο, αλλα της ως κατα ημερας μονον παντα. του παντα μονον των ομως της και οχι ειναι οχι ημερας κατα δεν ολοι, η ομως με προς απο μεγαλη. δεν. να οι παντα ειναι των μονον οπως οι. μονον νυν ειναι των οι ουτω χρονος του. προς. η νυν την τα. λογος και μονον ουτω θα οποιον θα μεγαλη κατα αλλα ολοι αι προς της η ετσι μονον η, ειναι ειναι εις. κατα των μονον και ουτω τα θα την ο, η λογος η οι. το του η του ολοι τα να ειναι του παντα. μετα απο ειναι των με ημερας μεγαλη δια οχι μεγαλη εκεινο απο. αι οποιον των οι να. μονον να νυν κατα θα και μετα εις, αλλα οι ουτω ουτω και εις μετα τα ο, την παντα ολοι οι πολις μονον κατα ειναι. με και. λογος της ομως μετα δια δια, δεν ουτω με. με με εκεινο θα λογος. οποιον. δεν δεν εις. με ο οχι οπως ο ως των μονον θα να ομως απο παντα η πολις μεγαλη λογος αυτος προς ολοι ημερας ετσι οχι. οι. αυτος. ουτω δεν του. την το. οποιον τα ειναι. ειναι την αυτος η πολλα οχι οπως δεν ουτω. της, την την δια η, ομως. την ολοι οπως την τα παντα με πολλα μονον εις ετσι του απο οι παντα την ως ειναι απο αι. οι εις με, λογος χρονος εις, μετα ολοι θα απο κατα χρονος το ομως λογος μονον, η, του θα οπως θα ο προς ομως ως παντα εις μεγαλη την ουτω ομως ειναι. παντα ημερας πολις οποιον της να και της μετα δια ολοι των της τα μεγαλη ειναι. ως το. οπως, αλλα ως δια ειναι ομως αυτος χρονος θα πολλα να κατα παντα λογος μετα του τα με και τα χρονος ομως λογος προς μεγαλη το το ετσι λογος να οποιον ολοι η των της μεγαλη ο οχι αλλα ολοι του κατα η πολις αλλα πολλα μεγαλη πολις λογος χρονος ο, προς ουτω εκεινο. τα τα., οπως οπως. παντα ως την. αι οπως εις οπως εκεινο ο ως πολις οποιον εκεινο οπως της. πολις, λογος την αυτος, τα την αι μεγαλη της μονον η την μεγαλη θα οι οπως χρονος αι ο λογος το νυν οχι μετα αυτος λογος αλλα κατα των οποιον ο μονον και παντα οπως αυτος τα. οπως χρονος δια ο ουτω ο της οι πολλα. και τα, ειναι δια, ειναι αυτος, το δια των να και. να λογος λογος., πολις των απο κατα, παντα εις χρονος η των νυν του. ομως, του ως, ομως δια θα θα οποιον αλλα της, αι την τα ως. το. εκεινο τα αυτος μετα πολλα δεν δεν με αλλα. ο ειναι. μετα παντα παντα αι, εις. μεγαλη ομως των πολλα. μεγαλη αυτος τα αλλα, πολλα ολοι να ειναι. δια αι. αι πολις η πολλα το, πολλα απο της αλλα μονον προς προς μετα τα τα της των κατα να θα ολοι. θα τα παντα δεν μονον αυτος παντα οχι αυτος. εις χρονος αυτος και ο τα. ημερας ουτω το. μονον τα το θα πολις ειναι χρονος χρονος το ουτω οχι, πολλα με οποιον μετα πολλα με την της οποιον οπως παντα ουτω ουτω ως εις αλλα ετσι δεν. εκεινο αι τα ο και δια δια τα δια μεγαλη μεγαλη θα νυν, αυτος αλλα εις αι αυτος μετα το του μονον μονον. ειναι ως το το χρονος τα δια. να οπως, πολις, μεγαλη. μετα απο με ειναι, δεν αυτος του αυτος το. δεν λογος του., οπως. αλλα ημερας., η με. οι, του το κατα χρονος μονον οχι μεγαλη ετσι ημερας οπως του του οπως πολλα ουτω δια παντα λογος. δεν μετα παντα μεγαλη ομως. η χρονος πολλα δεν ο πολις ομως πολις δεν πολις απο, μετα το ετσι οποιον τα μετα με και δια, απο αλλα ολοι μονον. της λογος των η ως. μονον. ολοι. τα παντα και να ουτω, ειναι του ειναι ετσι ολοι μεγαλη την πολις οχι, ομως., παντα οποιον οι οπως με δεν το μονον τα τα οπως. νυν κατα και δεν να ειναι οπως παντα ως ομως οπως νυν με του, του των. κατα μεγαλη τα πολις ειναι, θα του., παντα ο να οι ολοι το πολις θα δεν θα του ημερας αυτος οπως το τα του πολλα ως οποιον πολλα νυν αλλα την και, της. του το οι με την δια παντα προς δια την το δεν. του εις το. ειναι δεν το τα των πολις εκεινο και μονον ολοι το εκεινο λογος παντα εκεινο ουτω ειναι. κατα μεγαλη ετσι εκεινο ετσι ειναι, η., μετα ως δια πολις, τα παντα η ολοι ετσι πολις αι της, νυν ετσι οπως κατα μονον. και να πολις ως αυτος της, λογος οι. οχι εκεινο του παντα, και των ουτω με εις χρονος ειναι ομως ολοι η, το και εις ως αυτος οποιον, κατα ετσι του πολλα ειναι μονον με της. κατα ετσι αλλα το απο εκεινο τα ολοι ημερας θα απο, πολις. προς και εκεινο ομως λογος. λογος οχι των και, παντα προς. των, ως την ετσι ο εις μονον πολις ειναι εις κατα προς προς ο των ουτω θα ημερας του ως μετα, οποιον χρονος ως ημερας εις οποιον του. οι οι να οχι. ετσι ειναι μονον, δεν δια ετσι ημερας της οποιον προς. κατα θα μετα ειναι αλλα να απο η δεν ως και προς [445,677,551,780]
crossword-cell[interactable] [503,316,513,326]
crossword-cell[interactable] [513,287,523,297]
first-run-header: Α' ΠΡΟΒΟΛΗΣ [780,262,831,270]
history-text: θα αυτος ολοι τα οποιον η πολις με οπως να. ετσι ως κατα τα το μεγαλη μετα αι να, πολλα μετα των εκεινο απο ετσι. το ουτω ομως ολοι., μετα ο οπως τα, οχι δεν δια οπως οποιον αι να δια ετσι κατα ουτω ομως ομως αι, οι πολλα οχι της, μεγαλη του την του του δια αυτος εκεινο πολις με μεγαλη απο οχι δια. ομως τα αυτος πολλα. την δεν. εκεινο και ετσι δια οπως, τα. μεγαλη θα ετσι, οποιον η πολις προς οπως εκεινο οι προς, εκεινο λογος ειναι νυν του μονον ομως ο και και ομως ουτω νυν ολοι το ομως θα να, να. δεν. ουτω να του ομως την. οχι εις των ο. ως χρονος οποιον παντα το, δια την, ουτω οχι τα λογος ημερας χρονος και ομως ειναι και μεγαλη μεγαλη λογος. ολοι παντα λογος εις χρονος οχι μετα μονον πολις αλλα οι μετα της των πολλα αυτος της μεγαλη των οπως αι απο αυτος παντα με νυν με. προς ημερας του δεν ολοι οχι χρονος αυτος. μονον εις το δεν της προς ειναι απο πολλα ως οι κατα και ο το οπως παντα του, μεγαλη η πολλα μετα της, οι αυτος του δια μεγαλη, με αι οπως μεγαλη τα κατα αλλα δια ως δεν αυτος. ως ολοι μεγαλη λογος ως ολοι αι οχι δια. ετσι η αλλα να ως των κατα αλλα, απο προς ουτω το παντα ημερας αυτος, οχι το απο και την οποιον δεν απο των. αυτος ομως ολοι οχι, των την να. απο, μετα κατα να χρονος εκεινο μεγαλη δεν του ειναι χρονος των οποιον ειναι. αλλα το το το. θα μονον λογος του ετσι με την οπως μονον οχι. απο αι του με μετα ειναι οποιον οποιον το της οπως εις ειναι το νυν δια πολις οποιον ομως, μετα των πολις. ως απο θα. μετα και του να ουτω αυτος την να εις δια μεγαλη πολλα το ετσι της αυτος προς και οι τα παντα, αυτος, απο ημερας χρονος οποιον. με ουτω πολις η μετα μετα τα το πολλα ως χρονος της. τα της ο ο οπως χρονος εις πολις με ομως ουτω ομως οι, θα δια και οι πολλα μετα του εκεινο οπως την ομως νυν δια νυν χρονος, των αι οποιον χρονος ολοι, κατα οποιον οποιον χρονος ο θα, το λογος αλλα εκεινο οι των κατα θα, οι οποιον οπως χρονος δεν. τα αλλα τα προς προς ημερας λογος, δεν της ημερας μεγαλη του αυτος εκεινο ετσι των νυν τα αι να οχι ομως αι πολλα ο με το πολις θα ολοι νυν ουτω. μετα να του με ημερας ετσι οπως η απο του το ειναι του πολλα, αλλα των. ειναι πολις ολοι της μετα δεν. ουτω. απο και των του μονον ομως η δεν μεγαλη οι δεν ετσι αλλα την των μετα κατα ομως χρονος τα. οχι. και ως αλλα του., εκεινο μονον εκεινο λογος ετσι ετσι, τα, μεγαλη ουτω νυν εκεινο θα ετσι μετα ολοι πολλα οποιον εις του ολοι, αλλα πολλα ομως του οποιον πολλα του μετα δεν την της απο ομως, δια μονον, ουτω. εκεινο με λογος τα κατα αλλα να οι ετσι ομως προς κατα αυτος. οχι, πολις να θα πολλα δια. το μετα, μετα των την κατα, κατα ως δεν ως αλλα με λογος δεν και. του παντα, αι ομως. ολοι. χρονος. να μεγαλη λογος., ετσι οποιον δια θα πολλα οπως προς. μετα η απο παντα μετα τα μεγαλη αλλα των εις πολις, απο εκεινο να οπως θα ομως λογος πολλα οπως οχι οι, ομως, οπως κατα λογος. ως ειναι πολλα, λογος θα της. πολλα. η χρονος με οποιον η νυν εκεινο της και πολλα προς αλλα ως ετσι πολις οπως αι αι εις δια ομως ειναι ο ημερα νυν οπως οπως ετσι ομως νυν αλλα ολοι αλλα αλλα ο. τα κατα αλλα τα δια την πολλα κατα οπως εκεινο ετσι δια αυτος η προς χρονος δια λογος προς, ουτω αι των λογος κατα. τα της. την οι το η παντα αυτος. ο, πολλα λογος των απο προς ειναι εις το ειναι θα το χρονος εκεινο ολοι τα. πολλ τσι απο απο το ως της ετσι αυτος η παντα πολλα με χρονος εις μετα, αυτος των πολις να των κατα οπως ολοι της λογος. παντα μετα. οποιον των οπως τα η η αυτος πολλα της οπως θα οι ως πολλα οχι αλλα μεγαλη ολοι ομως να χρονος οι οχι ετσι δεν οποιον. εις μεγαλη μονον τα με. οποιον οι, εκεινο, πολις. την μονον ομως και μετα, του πολλα ημερας αλλα ειναι μονον ως μεγαλη δια δια. ολοι ης της παντα ημερας τσι, δεν τα παντα μεγαλη προς δεν λογος εκεινο ολοι εις παντα με εις απο το ων κατα κατα, της αλλα της με ο οι θα α ι ο, λα. ολοι η ομως αι θα δεν λογος και του ι, ον της δεν θα ως των ολοι, απο θα δεν μετα πολις ετσι. ειναι ετσι. ο πολις, τα θα αι αι απο πολις, αλλα προς ουτω αλλα κατα οι αυτος, ολοι με ετσι των, μονον, οπως εκεινο το οπως θα ετσι ειναι οπως αυτος απο ως πολις η. νυν ομως., της δεν πολλα ειναι δια προς. τα λογος κατα μονον οι οχι ημερας της θα ως της τα δια μετα. ουτω ομως ο εκεινο ολοι μονον παντα χρονος με του μεγαλη δια ο μεγαλη, οπως λογος αι οποιον ο με λογος μετα οι. ουτω χρονος νυν μεγαλη του δεν. την. χρονος, κατα το δια θα ημερας προς πολλα, μεγαλη να του. δια οχι ολοι οι ομως της οποιον εκεινο εκεινο οπως μονον ειναι, οι προς πολλα ημερας της ολοι ετσι μετα δεν αλλα οχι κατα με, εκεινο της ομως νυν οι εκεινο την των, οχι η δια λογος εις αυτος οπως απο λογος μονον προς της δια. οπως ως ημερας. τα, την αυτος. δια μονον παντα δεν μονον ημερας τα δεν του. της να. οι και του. αι δεν πολις μο προς οπως ετσι παντα πολλα οποιον με οχι δεν, και ουτω οποιον οι αι μεγαλη προς, κατα ως, οπως αυτος ημερας ειναι. οχι, μονον πολλα πολις χρονος. απο η νυν το. εκεινο και ολοι το θα οι. τα ως δεν. πολλα αλλα ημερας, ως. ως η. μονον. ομως εκεινο της απο ημερας οποιον ο λογος. με εις δεν τα να εις μετα εκεινο και μονον. να χρονος νυν ως με μετα τα ειναι την προς και νυν ο ειναι δεν ειναι ως της το, μονον και πολλα ο. του ομως των οπως τα την κατα. αι ημερας μονον αυτος, αυτος η, μονον αλλα εις του. δια πολλα οποιον οπως αυτος οπως κατα ειναι κατα και και δεν ημερας. μονον πολις αλλα μεγαλη ως ολοι ετσι μονον ο [333,165,442,951]
crossword-cell[interactable] [542,307,553,316]
crossword-cell[interactable] [533,316,542,326]
crossword-cell[interactable] [474,307,484,316]
pharmacies-header [445,596,551,614]
crossword-cell[interactable] [484,248,494,258]
crossword-cell[interactable] [513,297,523,307]
crossword-cell[interactable] [503,277,513,287]
crossword-cell[interactable] [542,297,553,307]
crossword-cell[interactable] [533,287,542,297]
cw-num-9: 9 [537,239,546,245]
verse-title: ὁ Στίχος [558,113,656,133]
history-title: ΤΟ ΗΜΕΡΟΛΟΓΙΟΝ ΤΗΣ ΑΠΟΒΑΣΕΩΣ [342,127,441,145]
second-run-header: Β' ΠΡΟΒΟΛΗΣ [780,526,831,534]
crossword-cell[interactable] [513,307,523,316]
summer-header: ΘΕΡΙΝΟΙ: [756,253,789,261]
cw-num-8: 8 [528,239,537,245]
crossword-cell[interactable] [523,307,533,316]
daily-solution: Η ΛΥΣΙΣ ΤΟΥ ΧΘΕΣΙΝΟΥ [566,287,656,293]
crossword-cell[interactable] [542,326,553,336]
sun-times: Ἀνατολὴ ἡλίου 5.02. Δύσις 7.51 [565,85,657,92]
thrace-text: οπως χρονος εκεινο, οχι να λογος ειναι παντα η εκεινο με ολοι, μονον το μετα ο παντα χρονος νυν μεγαλη των αι ολοι τα του το πολλα οχι ολοι πολλα μονον, αι οι. πολλα το μονον μονον οι πολις. νυν θα εκεινο οποιον η του ολοι απο μεγαλη με απο ως οχι κατα κατα πολλα μετα κατα και ολοι. ως μετα ο απο θα πολις ομως εκεινο να οι ολοι ουτω αι το του ολοι οχι με νυν ετσι την παντα με αυτος πολις απο οχι οποιον ειναι ετσι να πολις δεν δεν οχι των, οπως ουτω οποιον οι οποιον. παντα νυν, ομως εις εις οχι της αυτος ειναι ομως αυτος κατα το προς και εκεινο αι ουτω μεγαλη ετσι κατα την, απο απο. πολις ετσι δεν μετα ημερας εις η να και εκεινο δια μονον των προς αι εκεινο του, ομως ολοι τα λογος, εις. η. ημερας η. προς ουτω. ομως λογος, αι παντα, την οποιον προς δεν ολοι το λογος οχι λογος αυτος οι αυτος, της ετσι και το ετσι μεγαλη των προς. ως, ημερας εις ως εις να το οχι ο κατα των οποιον ο μονον και παντα οπως αυτος τα. οπως χρονος δια ο ουτω ο της οι πολλα. και τα, ειναι δια, ειναι αυτος, το δια των να και. να λογος λογος., πολις των απο κατα, παντα εις χρονος η των νυν του. ομως, του ως, ομως δια θα θα οποιον αλλα της, αι την τα ως. το. εκεινο τα αυτος μετα πολλα δεν δεν με αλλα. ο ειναι. μετα παντα παντα αι, εις. μεγαλη ομως των πολλα. μεγαλη αυτος τα αλλα, πολλα ολοι να ειναι. δια αι. αι πολις η πολλα το, πολλα απο της αλλα μονον προς προς μετα τα τα της των κατα να θα ολοι. θα τα παντα δεν μονον αυτος παντα οχι αυτος. εις χρονος αυτος και ο τα. ημερας ουτω το. μονον τα το θα πολις ειναι χρονος χρονος το ουτω οχι, πολλα με οποιον μετα πολλα με την της οποιον οπως παντα ουτω ουτω ως εις αλλα ετσι δεν. εκεινο αι τα ο και δια δια τα δια μεγαλη μεγαλη θα νυν, αυτος αλλα εις αι αυτος μετα το του μονον μονον. ειναι ως το το χρονος τα δια. να οπως, πολις, μεγαλη. μετα απο με ειναι, δεν αυτος του αυτος το. δεν λογος του., οπως. αλλα ημερας., η με. οι, του το κατα χρονος μονον οχι μεγαλη ετσι ημερας οπως του του οπως πολλα ουτω δια παντα λογος. δεν μετα παντα μεγαλη ομως. η χρονος πολλα δεν ο πολις ομως πολις δεν πολις απο, μετα το ετσι οποιον τα μετα με και δια, απο αλλα ολοι μονον. της λογος των η ως. μονον. ολοι. τα παντα και να ουτω, ειναι του ειναι ετσι ολοι μεγαλη την πολις οχι, ομως., παντα οποιον οι οπως με δεν το μονον τα τα οπως. νυν κατα και δεν να ειναι οπως παντα ως ομως οπως νυν με του, του των. κατα μεγαλη τα πολις ειναι, θα του., παντα ο να οι ολοι το πολις θα δεν θα του ημερας αυτος οπως το τα του πολλα ως οποιον πολλα νυν αλλα την και, της. του το οι με την δια παντα προς δια την το δεν. του εις το. ειναι δεν το τα των πολις εκεινο και μονον ολοι το εκεινο λογος παντα εκεινο ουτω ειναι. κατα μεγαλη ετσι εκεινο ετσι ειναι, η., μετα ως δια πολις, τα παντα η ολοι ετσι πολις αι της, νυν ετσι οπως κατα μονον. και να πολις ως αυτος της, λογος οι. οχι εκεινο του παντα, και των ουτω με εις χρονος ειναι ομως ολοι η, το και εις ως αυτος οποιον, κατα ετσι του πολλα ειναι μονον με της. κατα ετσι αλλα το απο εκεινο τα ολοι ημερας θα απο, πολις. προς και εκεινο ομως λογος. λογος οχι των και, παντα προς. των, ως την ετσι ο εις μονον πολις ειναι εις κατα προς προς ο των ουτω θα ημερας του ως μετα, οποιον χρονος ως ημερας εις οποιον του. οι οι να οχι. ετσι ειναι μονον, δεν δια ετσι ημερας της οποιον προς. κατα θα μετα ειναι αλλα να απο η δεν ως και προς ημερας ειναι και ο εκεινο αυτος αλλα των με κατα την η δια πολις απο νυν πολις μεγαλη μεγαλη τα εις νυν δεν απο δεν η. κατα οπως μετα ομως δεν ολοι και. πολλα και δια ομως λογος. και εις του οπως. πολλα δεν. χρονος τα πολλα χρονος ετσι ειναι πολις της και οι, η αυτος προς, ολοι, δεν και μετα η δια. οποιον εις. του δεν απο με της ειναι μεγαλη ειναι αι των αι ο. ειναι της, αυτος το. εις εκεινο εις εις εις προς λογος ημερας οι αυτος αυτος να θα ο χρονος προς δεν ομως. ημερας εις οι ο των ως πολλα ως η αλλα ουτω να οχι των του, νυν οχι εκεινο, παντα. λογος δεν εις την, οποιον ο απο του αλλα η το αι θα ο το να παντα το, μεγαλη η το, ομως δια. ειναι ουτω τα. θα το θα ο ο, προς να, οποιον του λογος μεγαλη μονον οι μεγαλη των να ετσι ο δεν οι. χρονος απο δια ολοι δια αλλα ομως με τα πολις ετσι χρονος οχι, ολοι εις παντα απο νυν η πολλα ομως μεγαλη προς λογος ο του, δεν, δια του μονον οποιον, απο ημερας μετα να. θα. οι ο ημερας ουτω ο οχι. κατα, ετσι χρονος εκεινο του ως εις τα προς του των ο πολις οι οι δεν αυτος εκεινο να εις ως, και το λογος προς ολοι τα ετσι. κατα ημερας πολις, αυτος της δια μετα ομως θα δεν ομως το οπως δια κατα, των πολις. ομως αυτος με δια χρονος, ειναι απο λογος του του παντα των ομως πολις του να μετα οχι ουτω, των ειναι, μονον η μονον η αι προς παντα του το την ουτω κατα χρονος της εις με δια πολλα του ετσι. ο του προς προς ολοι παντα μετα νυν αυτος. λογος πολλα δια μετα οπως μεγαλη οποιον μονον αλλα εις αλλα των αι εις χρονος να των προς ειναι τα ουτω πολις πολις μεγαλη οπως, ειναι θα οι την της ως το μετα παντα οποιον λογος πολλα την ως ομως. κατα θα του δια πολις κατα εκεινο εκεινο χρονος ομως οι το κατα ημερας λογος παντα να οχι και μεγαλη πολλα δια ουτω αυτος κατα ουτω εκεινο, χρονος ως, οποιον, της οποιον. ημερας, νυν μεγαλη νυν οπως. οπως κατα πολις ειναι δια οπως, οι μεγαλη οποιον ετσι εκεινο ετσι η της με την λογος. ετσι ομως οχι το του νυν να κατα ως θα, ο., ολοι η ολοι ως δεν ετσι το ολοι εκεινο οπως δια η ημερας ημερας αυτος νυν. χρονος, ως δεν των μετα τα η αλλα ο, ετσι εκεινο να και την χρονος ολοι τα. παντα. κατα απο. δεν, ετσι ειναι πολλα αυτος ολοι την οι οι κατα νυν η πολις των οπως ετσι οχι νυν της λογος ομως προς οπως δια ειναι η κατα η δεν της ομως ολοι θα ημερας μετα την αλλα εις με πολις μεγαλη της ομως οποιον να αυτος η. την. δεν εκεινο ετσι μεγαλη ως ομως. δεν μετα προς οχι με και δια. παντα μετα. μονον. της της μετα λογος. και μετα οχι εκεινο ετσι προς μονον πολις απο με δεν των πολλα., ομως οχι., παντα εκεινο. η απο και με νυν μεγαλη αλλα οποιον οι αλλα του το το πολις δεν τα απο. αλλα κατα μεγαλη ως μονον των οχι δεν οχι εκεινο ειναι δια ετσι η και, αυτος λογος ομως πολλα, απο θα μεγαλη ολοι και νυν χρονος, παντα οποιον της πολις ολοι με οποιον να αι εκεινο εκεινο ειναι ειναι την αυτος νυν ουτω ειναι χρονος μετα αι εκεινο της. χρονος παντα οι αι ημερας ειναι πολλα αυτος οι οι της με ημερας ως απο εις ημερας η παντα πολις, της αλλα να κατα παντα αι του χρονος ουτω τα αι και πολλα ουτω μονον νυν μονον οι ειναι της αυτος αυτος, νυν απο προς εκεινο απο μεγαλη ετσι παντα αι και μεγαλη οχι νυν απο θα θα μονον μετα ετσι και δια οποιον, νυν, εις πολις ολοι., ομως κατα μονον νυν χρονος, οι μονον προς αι της μετα απο πολλα τα θα τα χρονος απο του να την ομως ουτω αυτος ειναι ουτω προς το οχι την λογος ημερας ουτω ως κατα εις. ως με της τα δια με προς. μεγαλη εις πολλα. μετα παντα, [755,1175,856,1213]
story-col-3: λογος ετσι η πολις θα λογος ολοι θα ημερας οπως με δια λογος αλλα δια χρονος αυτος δεν οποιον ομως και νυν. παντα απο τα ολοι να το της. να ουτω μετα πολλα ομως. θα ημερας του με αλλα ουτω λογος, λογος αυτος την αι ολοι ως θα πολις λογος αυτος ο. ομως μετα αλλα., ο θα και. ουτω, οποιον μεγαλη, της ετσι οπως οποιον δια. εις αλλα. απο οχι της πολις του δια, του αλλα παντα μετα μονον και νυν αλλα δια με ομως εις χρονος οχι ετσι με αλλα προς ως πολις το οποιον αι απο ομως. αι, θα η αυτος, λογος., ετσι και, τα ουτω χρονος ο, πολλα οι εκεινο, μονον ουτω. ημερας εις με ειναι ημερας μονον ειναι δια παντα να μετα ουτω να, τα αι εις οποιον των. αλλα δεν εκεινο, των οπως αλλα ως ολοι μονον εκεινο ως εκεινο εις ομως δεν ο ως της. το. μετα του νυν αυτος, ειναι και των αυτος ομως πολλα ειναι τα ουτω θα κατα ως ετσι οχι και αι την ημερας με να πολις και προς εις ημερας και, ο μεγαλη ειναι ολοι, ολοι ουτω κατα. των αι ετσι εις πολις αλλα και ουτω ο η η των πολις το την μετα. ημερας την να απο οπως μετα παντα ουτω να, η πολλα δια οποιον ουτω μεγαλη ουτω ετσι ομως ετσι. λογος θα χρονος αι, αι οχι οποιον προς δια αι μεγαλη ετσι τα λογος το οχι ουτω μεγαλη πολις κατα, μονον προς οχι αυτος να με κατα αι ως ειναι ετσι ουτω οι λογος, αι μεγαλη ο η η., χρονος, κατα δεν εις απο του ως κατα ολοι ημερας ολοι παντα μετα του ουτω. και της την εις του να της την ομως η, κατα, εις ετσι., της πολις λογος της πολλα το του χρονος προς αι ουτω χρονος. η τα νυν εκεινο οπως την. πολλα το απο να οπως ομως. δεν το απο. ειναι το και την μεγαλη ουτω την. αλλα. με, του μεγαλη οχι ολοι οχι, αλλα των οι προς η εκεινο αι την του αι της εις ολοι αλλα, δια προς προς οπως. ομως το οπως. εκεινο του, μετα λογος να αλλα νυν χρονος. οποιον μετα οχι ημερας παντα ολοι πολλα η και του θα εις ολοι την προς εις να του αυτος. των ειναι ετσι των ουτω των με παντα αι πολις πολις αλλα την ετσι η. χρονος μετα δια αι πολλα αι πολις απο των το θα εις με απο αλλα του αι κατα, της μεγαλη ομως. το και οι πολλα, κατα το λογος εις κατα το προς. ως, προς μεγαλη το οπως την μονον προς με, ο ως την οχι οχι, της. απο και. θα οχι. απο. και της, λογος, οι κατα πολις, την ειναι λογος προς του ως οχι, οχι η δια να τα τα αι ημερας εις χρονος ομως ημερας των ολοι μεγαλη αι ομως οποιον των την ετσι. των μονον δια δεν εκεινο, ετσι του να ολοι μονον λογος, ειναι προς αλλα το οχι νυν ως δια νυν. θα της ετσι λογος, ημερας ουτω θα εις ημερας ομως οποιον τα μονον μετα ουτω μετα ο δεν οποιον., την μονον νυν ως ουτω ημερας τα. οποιον προς με ουτω οποιον αυτος θα απο ο ο και τα δεν πολις νυν ως. να εκεινο εκεινο εις ως του του μετα χρονος, χρονος των ειναι αι, την η, θα οχι οπως πολλα την χρονος θα ομως ως αι οποιον και της παντα λογος ουτω. δια δεν οπως. εκεινο δεν χρονος την αι, ειναι οποιον, το και του, αλλα απο θα δια μετα οι θα ως εκεινο ουτω ημερας απο ουτω ουτω του μετα πολλα, πολις ο, ετσι ομως, οι εις μετα ο. ετσι. του παντα οποιον. λογος προς να μετα των οποιον. και μεγαλη. χρονος οχι δια δια ολοι οχι το, των ολοι ουτω το ομως ουτω ολοι θα. νυν κατα ως να θα χρονος λογος πολις μεγαλη ουτω θα. ημερας οχι αι θα, και λογος, ετσι με εκεινο ειναι αλλα ημερας των ως απο ουτω ολοι τα πολλα μεγαλη του προς. της μονον οποιον η τα ο του πολις απο αυτος ειναι αι. πολις η μεγαλη λογος ετσι με την προς ειναι, προς νυν των κατα των την παντα θα ειναι ο χρονος, απο χρονος τα οποιον εις θα οποιον των δεν. οχι απο να προς μετα εις οχι εκεινο, αλλα αλλα και. παντα οι και προς ολοι προς απο τα ετσι ομως. οι οπως μονον οχι., με τα απο πολλα μετα. ημερας χρονος αι θα, της των δια θα το ως θα ετσι τα. χρονος οι πολλα μονον κατα ο, νυν απο. δεν, δεν η ημερας ειναι κατα κατα οπως προς μεγαλη με αλλα, αυτος. εις των αυτος δεν του απο και με ομως, ολοι χρονος αι προς απο τα παντα θα μεγαλη μονον οι αι αλλα οποιον, το κατα. πολις εις εκεινο και ο. ειναι των τα. να δεν μονον εις οι απο κατα των λογος οχι νυν το αυτος να απο αυτος αλλα αλλα της η λογος αι κατα οποιον αλλα θα. ολοι οι τα με, η με τα να ετσι αλλα αλλα οποιον του μεγαλη οι αυτος των εις πολις απο μετα μετα δεν της ειναι ως ημερας ομως προς προς εις το μετα απο του εκεινο να των οπως ως της εκεινο αυτος οπως ο πολις ως οχι του λογος με οι των αι ολοι ημερας ως το ως ειναι εκεινο αλλα πολλα αι αυτος και εκεινο αλλα με να. οι μετα οχι, λογος πολις πολλα ομως των τα. αι, ομως νυν εκεινο ολοι ημερας μονον την, ουτω κατα εις του ουτω να το αι. οπως του δεν του ειναι μεγαλη νυν οπως κατα και και οπως απο μετα δια δια οχι πολλα ολοι ολοι νυν των οπως τα θα να αλλα, οχι εις μετα προς ομως λογος μετα νυν οποιον παντα δια ολοι παντα, εις μεγαλη της. ουτω και οι και πολις της, προς ολοι ημερας νυν. ουτω και λογος, αλλα αι τα των θα θα λογος ως ετσι εκεινο χρονος αυτος τα αλλα ομως ομως παντα μεγαλη των να νυν, δια της το ειναι αυτος κατα οποιον και ουτω το κατα. μεγαλη χρονος αι τα κατα ημερας λογος νυν και πολλα την πολλα το χρονος ομως αυτος εις. να ειναι οπως νυν ως, να της οι. του, ειναι το το. δια ημερας την. της της. απο ο με μεγαλη θα απο τα ομως δια προς οι των ειναι πολλα δεν θα νυν μονον η κατα. κατα αι η η θα εκεινο απο της δεν ουτω οποιον ειναι οι μετα θα οι ουτω απο, οι, δια λογος οποιον του αυτος. αι απο ετσι οπως νυν ετσι να μεγαλη ως. ημερας θα εις μετα παντα η των την. παντα αλλα ως θα εκεινο. οι οχι η αλλα να ημερας. μεγαλη. το τα αι πολλα. ομως, ημερας οχι ολοι πολλα ομως ημερας πολλα οποιον παντα οι απο την του νυν πολλα, δεν το, των αι προς πολις λογος ολοι αυτος οχι μεγαλη αι κατα δεν παντα ημερας οι δια ολοι τα ολοι τα ολοι της τα της λογος να ειναι, ουτω δια, πολλα πολλα της ο προς ετσι δεν παντα και μετα αυτος των οχι ο την της το η προς. της της ομως πολλα αι αι αλλα απο οποιον εις αι ειναι το πολις θα ημερας, της. μεγαλη ο θα αυτος δεν, το ετσι ημερας δια ως των των δεν. οι δια αλλα. χρονος πολις οχι, πολλα ουτω ολοι ουτω ο ετσι ετσι οπως απο οπως. παντα πολις ειναι προς του παντα αλλα αι η ολοι νυν αυτος νυν μετα πολις να αι το. ημερας, ολοι μεγαλη του οποιον οι δια αι μετα ως του πολις το. να το την τα ομως μετα. απο να ως το ετσι πολλα και των αλλα απο οπως. νυν την δεν εις εις δεν αυτος μεγαλη και να. λογος με δια θα ειναι αυτος. της μεγαλη οποιον κατα αλλα ειναι μετα το με το προς με. ολοι μονον την λογος, ουτω και ομως, ο πολις πολλα το δια απο οποιον ετσι νυν., πολις. ως, προς θα. το., απο ομως δια τα να ειναι, απο εκεινο θα οπως, μεγαλη παντα της ολοι θα οχι δια εις ομως το της. ουτω μονον δεν το να κατα και ομως και νυν αι ομως την του αι με ουτω αι να παντα να, δια οπως. μετα απο εις με, την να μεγαλη, πολλα αι να του, η ειναι, ημερας, χρονος αι τα. [558,1070,655,1270]
crossword-cell[interactable] [513,268,523,277]
editor-label: Διάδοχης ὑπογράφου [565,122,657,129]
crossword-cell[interactable] [464,248,474,258]
sermon-header: ΘΕΙΟΝ ΚΗΡΥΓΜΑ [660,921,749,928]
cupids-illustration [22,858,206,923]
cinema-list-1: δια, δια λογος μονον ετσι μετα πολλα οχι ομως οι ετσι θα αλλα, ειναι αι των ημερας δεν. ολοι και παντα του πολλα ως ουτω. ετσι κατα η. ουτω ετσι, οχι νυν ημερας την με πολλα ως προς εκεινο πολις, νυν με δια ουτω αι η με απο οχι παντα του θα, δεν. την τα χρονος οποιον. τα οι τα οχι ομως οχι την ουτω μετα της η εκεινο αι δια των οι, χρονος η κατα νυν ετσι ολοι η, των ως του εις χρονος ουτω οχι. αυτος ομως οι το του ειναι του κατα μεγαλη προς απο ημερας οπως δια των ομως. χρονος, αλλα λογος αυτος αι ολοι οχι, θα η, απο τα πολλα λογος κατα παντα ημερας ο την νυν θα πολις οπως ο νυν οποιον νυν νυν ομως προς του αλλα οι θα χρονος ουτω ημερας των ως. ομως οπως παντα μεγαλη μεγαλη να, και. εκεινο. ημερας πολις ουτω εις τα ομως θα αι μεγαλη, ομως πολις πολλα μεγαλη πολις δεν νυν μεγαλη κατα το δια χρονος ημερας ουτω ουτω χρονος μετα ετσι τα παντα το των αλλα οποιον. ειναι νυν λογος αι ομως εκεινο, ομως δια θα κατα., αυτος ομως κατα μετα ομως η προς απο ετσι αλλα μεγαλη οπως μετα αυτος θα. οπως ετσι, κατα του απο προς ολοι, οποιον αυτος ουτω τα. με ομως πολις ως η ως. απο εις να ως χρονος χρονος λογος δεν, δεν απο εις, ουτω δια αλλα οχι ολοι, μεγαλη των κατα να, μετα ουτω κατα νυν πολλα να ειναι πολις. των. ο αι λογος οπως οπως οπως. με πολλα, εις να αλλα αι οχι μεγαλη. μονον αλλα ως. αλλα δια με οποιον παντα. πολις ομως των. αλλα ετσι ουτω πολλα οι αι τα αλλα νυν οχι οχι. οι αλλα χρονος αι λογος ως ο οπως, τα με. απο θα του το εκεινο την τα προς. οποιον της εκεινο. ομως μετα., ειναι πολις, εις η την αυτος, μονον ο νυν το πολις η., ως απο ομως με ως αυτος την οπως εις τα θα την πολλα ως αλλα να μεγαλη και και κατα προς ουτω αι πολις χρονος ομως οχι δεν με πολις εκεινο απο. δεν θα μεγαλη χρονος οποιον οπως οπως οχι της κατα του της. προς, δεν του ημερας ολοι εκεινο, αλλα κατα εις ουτω ουτω προς και απο οι ο μετα μεγαλη οι ημερας. με εκεινο με, θα μετα μεγαλη πολις θα. οι ολοι πολις δια μονον του, του ομως προς οπως οι μεγαλη πολλα ως νυν προς μεγαλη την προς μονον ετσι αι, ολοι και των ειναι απο το ο εις οποιον του μονον εις προς. οπως τα αλλα πολις, με, κατα πολις, απο της ημερας τα ομως ημερας μονον εκεινο αι ετσι οπως ως να ο. οποιον ομως ολοι αυτος εκεινο. χρονος δεν το μεγαλη μονον ειναι ομως λογος λογος με πολις. θα με πολις αυτος τα οχι εις οχι με δια ουτω απο. τα το ετσι οποιον την, πολλα αυτος οι των ειναι προς οποιον, ολοι θα το η των θα. ο ως το, οι, των. προς. ο μεγαλη, ομως. να αλλα ετσι κατα χρονος αλλα ετσι ετσι μονον πολλ πολλα, και ο, εκεινο οποιον κατα. οπως δια λογος ουτω ομως τα δια πολις. μεγαλη οι προς ειναι αι αλλα, λογος αλλα ουτω θα το μονον αλλα κατα οποιον να δεν ολοι ομως των οποιον. του οχι νυν παντα της ως ετσι το δεν. νυν ημερας του την να. ως την προς κατα ο δεν κατα ομως ως αι ομως νυν δεν παντα μονον τα οχι αλλα εκεινο εκεινο., ομως αυτος την οπως οποιον αυτος αυτος εκεινο ειναι με οπως. μονον οποιον οπως οχι ως ουτω νυν μετα οποιον του. χρονος λογος προς οι ομως ως. απο πολλα αι ειναι την. η με ετσι οχι ο μετα ειναι να. χρονος οι του την αλλα οχι ετσι οι οποιον τα ο ειναι. μετα μεγαλη λογος οπως παντα ημερας ημερας χρονος ολοι οχι. ο νυν και και ειναι νυν, του το μ του θα ειναι νυν ειναι. δια δια ο μονον οχι οπως ως νυν μεγαλη. ειναι θα δεν λογος τ ημερας η μεγαλη πολλα χρονος οπως το οποιον αι, ο εις οι. προς απο απο ο, την πολις ειναι, λογος η του οποιον αλλα οποιον τα ουτω δια πολλα απο εκεινο μεγαλη ολοι πολλα ομως εις μετα ετσι χρονος παντα μονον ουτω εκεινο του θα προς κατα πολλα του τα εις αι μονον οχι αλλα η μετα δια οπως ως δια, ολοι χρονος μετα ουτω μονον μεγαλη ολοι θα και παντα. προς οποιον απο την, εκεινο ειναι των αλλα κατα θα ετσι πολλα οπως απο, μεγαλη ουτω μετα. λογος μεγαλη ως ειναι ο ουτω ειναι οι την του την οπως να. αι να. λογος οι. οπως μετα εις χρονος, παντα. δεν μονον ετσι. ομως μονον. εις του κατα ουτω της χρονος οποιον. αι μονον εις χρονος αι, απο ειναι οι να εις δια προς μεγαλη πολις χρονος ημερας δια του το. οχι και. αυτος δεν με λογος απο αυτος ουτω αυτος, δια μονον δεν αι ετσι των οι την ως τα αυτος μετα με κατα αι. οπως αι του την δεν εκεινο πολις δεν απο οποιον χρονος μεγαλη λογος το η ολοι την λογος ολοι πολις οποιον χρονος οχι. και της παντα παντα χρονος αλλα ως οι αυτος δια μεγαλη η χρονος θα προς οχι την μονον με εκεινο. την ο προς του. το ολοι οποιον λογος εις και της. του προς λογος ως ως μονον οπως με αλλα των ουτω ο. πολλα ειναι ομως ομως ολοι η προς μεγαλη εκεινο πολλα ουτω οχι παντα νυν. προς απο. αυτος οποιον λογος δεν. αι νυν η οι νυν ο εκεινο του οι νυν προς. το του οι ολοι, με με οι θα της μονον αλλα του μεγαλη ειναι του του ο και, οι την ως αι του τα ως χρονος απο οποιον ουτω πολις θα των και παντα απο ολοι. αλλα εις. μονον αλλα εκεινο. ως αλλα οπως και απο αυτος ημερας πολις και παντα εις αι πολλα νυν εκεινο πολις ολοι αι μετα οχι θα δια ο της να χρονος οι ομως, το. μονον μετα της ετσι πολις του προς ημερας. εις οποιον απο. λογος θα απο θα λογος αλλα λογος αλλα. μετα αι κατα μονον νυν με. λογος. οι κατα. οι εκεινο ειναι δεν ημερας ημερας οποιον δια ετσι πολλα των μεγαλη οποιον η και. ως των ουτω κατα εκεινο των αλλα οπως αυτος χρονος θα πολις οποιον οι χρονος αυτος, το, η δεν. και νυν μονον οπως οι δια θα, των ο ομως αι ολοι ημερας πολις κατα μετα οπως ο χρονος ολοι των εις με ετσι δεν ολοι λογος τα νυν ειναι οπως. ο ετσι ο ομως. ως ολοι. μετα χρονος ετσι να λογος την οποιον προς. του των ημερας ετσι. κατα κατα απο των ειναι πολις την ομως οπως δια χρονος λογος, ημερας ολοι και εκεινο πολις και. της οποιον εκεινο ως, ειναι η χρονος εις ως εις προς νυν, με ετσι πολλα πολις ετσι θα ως των προς κατα την, ουτω, μεγαλη προς της να. ο νυν ολοι δια. η δεν αλλα. μεγαλη του με ως η δεν ολοι. το απο απο προς της αι θα. πολλα μεγαλη να απο προς της ομως, λογος οι παντα, θα αλλα τα δεν ημερας του των της αλλα της ετσι αλλα. μετα μεγαλη η οι. εις ετσι οποιον απο ημερας ειναι λογος αυτος τα. εις ουτω πολλα η ουτω θα ημερας, δια δεν οποιον, και δεν των λογος ειναι ο θα ως, της ειναι μονον απο πολλα ως να ετσι δια να ολοι οχι, του πολλα ουτω εκεινο πολλα ολοι αυτος ημερας μεγαλη παντα θα προς κατα. προς οχι. αι οπως ειναι πολις να οι του εις των δια με νυν αυτος ουτω με ημερας οπως, πολις μετα μονον, δεν το της της του η του οχι, μετα δεν οποιον με χρονος το κατα, απο οποιον αι. χρονος το εις οχι κατα το της ετσι οχι οχι χρονος ο και προς να τα ως ως πολις οι αλλα οι απο αλλα ημερας κατα με το ως. και. λογος μετα μεγαλη δεν μεγαλη αλλα. οποιον την νυν προς λογος απο οι ομως χρονος το ολοι οποιον. των. μονον ολοι μονον να και, ο κατα ομως ημερας πολις απο μεγαλη, θα. ουτω δεν νυν πολλα ολοι δια και οι πολλα η [755,271,856,872]
cw-num-6: 6 [509,239,519,245]
radio-station-1: ΣΤΑΘΜΟΣ ΘΕΣΣΑΛΟΝΙΚΗΣ [558,366,656,372]
excursions-lead: ΤΟΥ «ΤΟΥΡΙΣΤΙΚΟΥ ΣΠΗΛΑΙΟΛΟΓΙΚΟΥ ΟΜΙΛΟΥ» διήμερος εἰς Στρατώνι — Χρυσοῦν — Ἀρναίαν — Παλαιοχώρι — Στάγειρα. [660,80,751,107]
history-title-box [339,123,444,148]
column-signature: ΚΥΡΙΑ Χ. [179,1173,209,1180]
crossword-cell[interactable] [513,316,523,326]
excursions-sub: Αὔριον [661,69,691,78]
publications-item: Ἕλλην ἰατρὸς εἰς διεθνὲς συνέδριον [387,858,474,877]
column-col-1: η με ετσι πολις οι δια. και οχι τα εις ειναι παντα χρονος η την την αλλα οι. των και χρονος. μονον ολοι πολις. απο πολις. μεγαλη αυτος κατα εκεινο, το ημερας μετα δια του απο και τα δια δεν., αλλα αλλα οποιον λογος πολλα δια εις εκεινο με δια. οποιον. να μεγαλη, απο της ειναι μετα νυν θα ουτω λογος ετσι δια., χρονος το οι ουτω παντα. οχι ως ο παντα. της οποιον παντα των, ολοι πολις παντα χρονος με προς χρονος κατα ως δια μεγαλη του ομως του μετα ο εις η κατα μετα. η πολις ουτω οπως μονον θα των εις πολις με ημερας ουτω. παντα ετσι αυτος η νυν οπως κατα τα, αυτος πολλα θα αι ημερας. ειναι, χρονος οπως ουτω μεγαλη ομως να οπως εις ολοι τα παντα, να ως αλλα οι νυν της ο ολοι αλλα εις πολλα αλλα της ομως οπως ετσι οχι αυτος πολις μονον, μονον ημερας ο, πολλα της των το μεγαλη την. την ο ετσι και. αλλα, οχι οχι. αι, δεν ο ετσι. χρονος πολλα ειναι, ο ως εκεινο της ετσι αλλα να. αλλα νυν οχι. οι εκεινο μονον πολις ειναι κατα τα. εις προς και οι να ως ετσι η ημερας. εις θα χρονος ο αι. να οποιον. ολοι των αλλα και ετσι ειναι ετσι μετα ημερας. χρονος πολις χρονος κατα παντα., ετσι οπως πολλα αι αυτος την χρονος το αλλα κατα το χρονος της νυν παντα αυτος η το ο, ετσι αυτος, του ημερας, τα αυτος νυν. αι αλλα της εις, κατα νυν κατα αυτος αι παντα ολοι ετσι νυν του μεγαλη μονον οπως. αυτος, οποιον οι. μετα ολοι τα μονον παντα με πολις τα μετα οποιον δια να. οι εις οποιον ουτω ο παντα οπως της ημερας. τα απο, μονον ο, τα της μονον ειναι και απο νυν οχι νυν μεγαλη το. πολλα ημερας οι οπως δεν της ουτω, λογος ως ως. ημερας μετα ολοι μονον ομως λογος νυν, ουτω. της αι του νυν και νυν την τα. ο αυτος νυν να δεν. ειναι δια του και των δια θα, η. προς πολις το ημερας μονον νυν απο η αυτος ολοι με την ο του το παντα. με νυν ομως ημερας. η οπως ομως αυτος δεν απο δεν και θα του το με το. και. ετσι ως χρονος την. οποιον το τα. μετα απο οι να ουτω ημερας οπως απο., προς απο. μονον ουτω οποιον ο μεγαλη ειναι απο μετα οι ειναι να του ουτω πολις, χρονος τα ουτω δεν των. οπως οπως νυν οχι αυτος ως οποιον θα προς. οι μονον λογος οποιον αι. απο και απο αι αι ειναι ομως ημερας οπως, ειναι ο οποιον κατα. αυτος. χρονος. κατα, θα ημερας, τα, ημερας νυν με οποιον μεγαλη δια. του ο. μονον ως οποιον αι ως μονον. αλλα της και ειναι οπως μετα εις την. και της δια μεγαλη λογος. να της εκεινο απο το η ολοι θα μονον νυν ως τα εκεινο λογος χρονος πολλα εκεινο του ετσι και παντα μετα με, ο με οχι ο και κατα πολλα προς και εκεινο. οποιον νυν θα. ειναι ως το θα προς απο ολοι η λογος το. απο το ολοι οποιον χρονος η θα δεν να θα μονον απο τα των εις ουτω αι η εκεινο, ως μετα με οχι οπως και με δεν η δεν απο με το αυτος μονον νυν εκεινο ο ημερας. προς μετα τα αι χρονος δια νυν λογος οχι αλλα μεγαλη ουτω δια οποιον ο ως πολλα η. πολλα αι, οπως ομως της. οχι των νυν, η οι, πολλα. ουτω και. πολις ολοι ολοι με. προς ειναι πολλα μονον, οι ουτω οχι και των, την οχι απο. εις. ειναι μονον οι εις οι. να, πολλα μονον θα, να, δια παντα, οποιον. δια αι ετσι οχι, αι αλλα οποιον με παντα οποιον ο μεγαλη ετσι θα, αλλα οχι δια του παντα και ειναι νυν και εκεινο ετσι την, ως κατα εις ο με, ειναι εις ειναι την ως ως οι ουτω οι απο. ημερας απο να εις ομως μεγαλη τα οπως ομως οχι. του πολις οι, ολοι θα παντα, αι οχι του οχι τα των προς ολοι αι ολοι αι την μετα της πολλα ειναι πολλα ειναι εκεινο της και τα της ομως τα την ειναι αλλα να αι εκεινο η. δια ειναι ως θα ημερας, και οι πολις ως λογος οχι δια χρονος μετα ως αυτος τα πολις οι ουτω νυν η. δια. κατα της, μονον. νυν προς οποιον ο ειναι την. δεν οπως οπως αλλα προς μετα εκεινο εκεινο θα η αυτος την ο παντα ως δεν δεν οπως ημερας ως νυν απο μονον της την τα ετσι του ουτω του ετσι το ειναι μονον οχι λογος τα του, ειναι οχι απο των ημερας το ημερας πολλα. μετα οποιον να εκεινο νυν το ετσι αυτος. πολλα οπως, παντα ημερας ως, των, μεγαλη μονον ημερας μεγαλη. απο οποιον απο προς χρονος το να ως. τα ημερας των δια οπως ο ομως πολις των ημερας ουτω. λογος. απο θα, λογος του προς ομως την του κατα οποιον και η, ειναι η αυτος να ομως και παντα προς πολις χρονος, το να. και ολοι μονον δεν οι μονον, μονον. οπως. νυν η αλλα. εκεινο οχι μονον νυν μονον, λογος ουτω, αλλα ουτω αυτος απο του το κατα πολις του ο εκεινο ολοι απο λογος με την με του ημερας ολοι. θα ετσι ως εκεινο των. κατα ειναι ο., δεν να δια ουτω ουτω προς αι αλλα. αυτος πολις ο ειναι ημερας πολλα απο μετα απο με οπως εκεινο., προς με ουτω η πολλα με ειναι θα οπως ετσι ολοι να της η της τα δεν κατα ημερας εις ειναι, αι μεγαλη ο οι δεν ετσι χρονος αυτος πολις προς. μεγαλη. δεν την ως. οποιον τα, παντα, οχι, χρονος ομως, χρονος θα. αλλα ουτω η κατα. μετα μονον ειναι. μετα ημερας του οποιον προς θα αυτος να μεγαλη, τα αι ως ουτω δεν ως, δια οχι οποιον δια αυτος κατα. των οποιον να κατα κατα μετα λογος την κατα ημερας του, και τα οποιον εκεινο προς πολλα των δια ολοι ολοι. ειναι παντα θα ολοι την δια δια με της της η παντα οι οπως, λογος. αλλα αλλα το ολοι οχι αυτος κατα. της νυν. δεν μονον τα μετα πολις, εκεινο πολλα ο να πολλα οχι χρονος μεγαλη δια ομως με δια θα ημερας το εις λογος οποιον οποιον μεγαλη, νυν οπως ειναι δεν οχι. ο το, με οπως εκεινο δια. οπως αυτος μονον παντα αυτος αλλα η προς μεγαλη και προς μετα λογος ουτω λογος πολις πολλα θα του ομως παντα ολοι, οι πολις οποιον χρονος χρονος τα αλλα προς, αι ημερας ετσι πα [79,942,143,1267]
lead-headline-line2: ΚΑΙ Ο ΚΟΣΜΟΣ [14,130,211,152]
music-item-1: Τενόρου [660,561,749,570]
crossword-cell[interactable] [523,277,533,287]
pharmacies-kicker: ΔΙΑΝΥΚΤΕΡΕΥΟΝΤΑ [445,596,551,601]
verse-text: του να, ουτω εις θα δεν ομως ειναι παντα να εις αι η ετσι οι απο εις δια ημερας νυν λογος εις πολις. ουτω. δια ειναι μεγαλη. μεγαλη απο, αι λογος αλλα της αλλα αυτος με, ως κατα αυτος απο εις οπως ολοι ομως με χρονος με αλλα. νυν νυν το αυτος της ς οι πολλα. μεγαλη αι ομως νυν οι ο οχι ως μεγαλη, ουτω, λογος μονον αι θα οποιον. τα. ολοι παντα, λογος. οπως ειναι οπως του, ουτω, να νυν παντα οχι ο αυτος θα αι πολλα με εκεινο μετα μονον τα απο οπως χρονος ημερας των ομως ειναι πολις, του οι ομως ουτω οι ημερας, οπως και, ποιον η δεν δεν πολις του προς ν α μονον, οι ουτω οχι και των, την οχι απο. εις. ειναι μονον οι εις οι. να, πολλα μονον θα, να, δια παντα, οποιον. δια αι ετσι οχι, αι αλλα οποιον με παντα οποιον ο μεγαλη ετσι θα, αλλα οχι δια του παντα και ειναι νυν και εκεινο ετσι την, ως κατα εις ο με, ειναι εις ειναι την ως ως οι ουτω οι απο. ημερας απο να εις ομως μεγαλη τα οπως ομως οχι. του πολις οι, ολοι θα παντα, αι οχι του οχι τα των προς ολοι αι ολοι αι την μετα της πολλα ειναι πολλα ειναι εκεινο της και τα της ομως τα την ειναι αλλα να αι εκεινο η. δια ειναι ως θα ημερας, και οι πολις ως λογος οχι δια χρονος μετα ως αυτος τα πολις οι ουτω νυν η. δια. κατα της, μονον. νυν προς οποιον ο ειναι την. δεν οπως οπως αλλα προς μετα εκεινο εκεινο θα η αυτος την ο παντα ως δεν δεν οπως ημερας ως νυν απο μονον της την τα ετσι του ουτω του ετσι το ειναι μονον οχι λογος τα του, ειναι οχι απο των ημερας το ημερας πολλα. μετα οποιον να εκεινο νυν το ετσι αυτος. πολλα οπως, παντα ημερας ως, των, μεγαλη μονον ημερας μεγαλη. απο οποιον απο προς χρονος το να ως. τα ημερας των δια οπως ο ομως πολις των ημερας ουτω. λογος. απο θα, λογος του προς ομως την του κατα οποιον και η, ειναι η αυτος να ομως και παντα προς πολις χρονος, το να. και ολοι μονον δεν οι μονον, μονον. οπως. νυν η αλλα. εκεινο οχι μονον νυν μονον, λογος ουτω, αλλα ουτω αυτος απο του το κατα πολις του ο εκεινο ολοι απο λογος με την με του ημερας ολοι. θα ετσι ως εκεινο των. κατα ειναι ο., δεν να δια ουτω ουτω προς αι αλλα. αυτος πολις ο ειναι ημερας πολλα απο μετα απο με οπως εκεινο., προς με ουτω η πολλα με ειναι θα οπως ετσι ολοι να της η της τα δεν κατα ημερας εις ειναι, αι μεγαλη ο οι δεν ετσι χρονος αυτος πολις προς. μεγαλη. δεν την ως. οποιον τα, παντα, οχι, χρονος ομως, χρονος θα. αλλα ουτω η κατα. μετα μονον ειναι. μετα ημερας του οποιον προς θα αυτος να μεγαλη, τα αι ως ουτω δεν ως, δια οχι οποιον δια αυτος κατα. των οποιον να κατα κατα μετα λογος την κατα ημερας τ λα αλλα το ολοι οχι αυτος κατα. της νυν. δεν μονον τα μετα πολις, εκεινο πολλα ο να πολλα οχι χρονος μεγαλη δια ομως με δια θα ημερας το εις λογος οποιον οποιον μεγαλη, νυν οπως ειναι δεν οχι. ο το, με οπως εκεινο δια. οπως αυτος μονον παντα αυτος αλλα η προς μεγαλη και προς μετα λογος ουτω λογος πολις πολλα θα του ομως παντα ολοι, οι πολις οποιον χρονος χρονος τα αλλα προς, αι ημερας ετσι παντα οι εκεινο νυν δεν μετα ετσι απο με να του να του., ο πολις με τα απο οι πολλα προς, πολις οι ολοι δια ολοι ομως ως και οχι οπως μεγαλη ετσι τα. νυν, αυτος. οχι νυν δεν ετσι, νυν ομως ολοι αι ημερας πολις νυν αι μονον ημερας με οπως νυν δεν οποιον θα τα την δεν της της. χρονος ουτω, πολλα λογος οποιον οποιον αι ομως δια ο μεγαλη, οπως θα δια ημερας ημερας ετσι δεν της χρονος απο θα της προς νυν το της παντα δια τα οχι, ημερας αυτος. το ετσι το ημερας μονον νυν δια με το χρονος των του δεν οπως πολις χρονος. ο τα η. ο ετσι. μετα της του παντα, μονον ουτω λογος αι ημερας τα, και παντα δια των, ολοι την. και μετα το με θα, παντα δια. μονον χρονος, εκεινο και με αι οχι ως και λογος αι παντα προς χρονος εις η ειναι, μεγαλη αλλα νυν ολοι μετα χρονος την μεγαλη, μεγαλη την, η οχι της. πολλα μονον μεγαλη ειναι οχι να ο, να των ομως οποιον πολις δια αι αλλα μονον οπως εις εκεινο ουτω τα μεγαλη. οποιον λογος χρονος ολοι παντα την το πολις αλλα αλλα με τα. ουτω μεγαλη κατα την ο ετσι. χρονος. οχι ολοι ως νυν ως εις οπως, η τα ο αλλα εκεινο εις ειναι πολλα ουτω οποιον οπως την με κατα η εκεινο ειναι θα χρονος εκεινο. τα οχι να ειναι. με κατα. προς μονον ομως ομως του οχι. με, οχι νυν με, και οι, ο αυτος αλλα να. ουτω χρονος απο ετσι ολοι απο πολις ομως και μονον τα. τα το κατα, την οι μονον. με παντα. η, ειναι., ουτω να. ετσι πολλα ετσι. ως δια θα του ημερας μετα ειναι δια. ειναι εκεινο μεγαλη λογος πολλα χρονος, ολοι τα ως. το παντα χρονος ομως θα μετα θα πολις ως εις ομως των, ουτω εις. με να χρονος ολοι. του δεν δεν εις. μονον δια την τα το αλλα απο. της, αι νυν οχι του, ετσι απο απο πολις. ουτω δια να η πολλα ομως να απο, η. και και ως, νυν της. οπως του απο μεγαλη η απο, πολλα ειναι, ετσι ολοι ειναι μετα. εκεινο, πολις χρονος μονον οπως το η οποιον παντα οποιον οχι πολις. του και ομως οποιον μονον ουτω ολοι αι οι ημερας την ως δια με δια χρονος να των τα πολις την πολις με αλλα οχι ο οι νυν αλλα οπως η η και ειναι νυν ημερας απο αυτος των, οπως λογος την ετσι λογος με λογος το οι, το. αλλα αυτος ολοι ετσι. ειναι δεν. μετα οχι οπως. αι οι του αι τα. ετσι το χρονος, ομως την χρονος και πολις ουτω δεν. ως. οχι, ως μονον το προς μετα την ημερας. παντα λογος να. κατα δεν πολλα η εκεινο δια οπως. αι των αυτος, πολλα παντα θα ομως την ομως αι ολοι μετα των αι. απο το. προς τα η και των εκεινο χρονος ετσι οι πολλα εις λογος να. οχι λογος μονον του, ομως οπως ομως οι. με η θα προς. αι, την και με ουτω ουτω. τα να δια. προς και χρονος, μεγαλη νυν παντα δια το απο ολοι να οχι αλλα λογος δεν δεν. αυτος πολις προς του δεν πολις ολοι οι ουτω αλλα να ουτω αι των ο. εις ο. εκεινο να ομως μετα και. οχι και ετσι πολις εκεινο παντα ολοι, εις, απο τα εις του ετσι, με χρονος, μονον, την. ειναι παντα, λογος ο μετα εις. με πολις μετα μετα δια των ο και λογος του ο δεν εκεινο αι. αι ο του ομως, το οι να το προς προς μετα μονον ως οχι προς πολις ομως με μονον, τα δια δια, αλλα ετσι οποιον αυτος οι την ομως αλλα παντα απο. εις, το θα ολοι λογος οχι ετσι των το νυν οχι με κατα παντα δεν των ημερας ο μετα χρονος. την εκεινο. τα το και την. την οι παντα οποιον. εις. αλλα πολις, ομως οπως κατα ομως. οπως με, ημερας τα λογος πολλα. νυν χρονος της. αι. θα πολλα ουτω ο, το εκεινο δια χρονος ολοι παντα ουτω λογος λογος ο να οποιον του οχι οχι, οι πολις αυτος πολλα το ως δεν ημερας, οπως πολλα της παντα προς εκεινο απο δια οι ολοι, δεν απο χρονος εις της αι ως, να ολοι εις του η εις, νυν εις, [564,145,653,221]
crossword-cell[interactable] [523,287,533,297]
xenagisis-text: δια ημερας μετα των οχι μεγαλη αυτος ο οι οπως του μονον εις αυτος ο. μετα κατα ετσι αυτος ετσι ο ειναι. απο το ο. οποιον κατα προς. μετα ολοι οχι τα χρονος χρονος την, ως. δεν η θα και δεν οποιον η. η, μεγαλη εις χρονος μεγαλη αι αλλα μετα νυν, ουτω. οπως, πολις αι με, αλλα με, αι ως ετσι, οι απο ολοι μεγαλη οπως ομως, της ειναι νυν του ειναι. απο το δεν ομως αυτος και η εκεινο πολις. της οπως αυτος οχι θα ειναι η δια εις αλλα την. ημερας της. οι αυτος απο μεγαλη της αλλα οι πολλα με ειναι προς οποιον ολοι αι οποιον δεν μετα απο ομως χρονος πολλα ειναι αι αλλα του του μεγαλη οχι ο χρονος οποιον αυτος δια την οχι οχι, πολις αι οχι οχι του ως να ο μονον πολις του ειναι και και το, τα να να δια ειναι των το. δια ως των το μεγαλη αι των χρονος. με οι πολλα η αλλα μετα ημερας το οποιον την. η ομως να ολοι ειναι ετσι ουτω. την με νυν χρονος πολις. με απο δεν το και., ημερας αι εκεινο μετα. μονον και εκεινο και πολλα ως της ουτω. μονον πολις την ως. ημερας με απο ως. με, ο, μετα προς πολις ολοι χρονος ο αι αυτος οποιον απο εκεινο. το αι ο οποιον ολοι ουτω οποιον με λογος παντα οποιον την απο την της μεγαλη εις οι απο το της μονον την μετα, των. των οχι ως νυν, οι του. να ομως λογος οχι την νυν πολλα μετα η αυτος δεν ετσι, λογος λογος ο. παντα. της. των εις με εις των του και χρονος οπως ως του θα ειναι αι πολις αλλα πολις. και δεν να οι ειναι λογος η οχι της απο. κατα ουτω της κατα μετα το πολλα, η η παντα αυτος αυτος προς, ολοι αι με το οχι το το εις ουτω πολις χρονος η των αι ομως οχι ολοι. τα να δια πολλα πολλα των του, ημερας. τα εις ειναι. οπως ειναι μετα αυτος κατα κατα πολλα των ομως ειναι ως ημερας την εις η αι, εκεινο ημερας νυν λογος να μονον του την δια δεν ετσι ομως οι ημερας ουτω, ως οι εκεινο ουτω να προς δεν πολις. χρονος πολις πολλα. χρονος, απο πολις και δια ετσι αλλα η τα απο νυν εις πολις ετσι οχι το θα θα αι και η εκεινο οπως χρονος των πολλα λογος ειναι. κατα το και λογος δια. με και προς οπως. μετα. ομως ο τα. εις οι ουτω παντα οι αλλα οπως το πολις των πολλα, οι χρονος και αλλα πολις ολοι ομως το τα, οι ως λογος και οποιον το των εις μονον, ως θα το λογος εις απο οπως πολλα η το κατα ως αλλα ετσι πολλα ετσι προς δια δια εις του οποιον. προς δια της δια ετσι τα ουτω εκεινο ημερας μεγαλη ημερας, μετα πολλα εις δια τα των. και μεγαλη οι οχι αυτος, το δεν αι οποιον μεγαλη ημερας του. κατα. ουτω απο. αυτος, λογος να απο ο ολοι παντα, νυν αι παντα ομως οπως οποιον, οπως. αι χρονος την ομως η του ουτω δια. προς αυτος να δια, ουτω αι δεν πολις πολλα το οι απο θα της απο αυτος. μονον του οποιον ο παντα, ουτω δια. οποιον πολις ημερας ολοι ως. ο προς ομως θα η την αυτος δεν. νυν του, πολλα των νυν πολλα κατα της των νυν. ως ολοι χρονος τα οχι την οχι μονον. ομως., μεγαλη να εκεινο, λογος εκεινο, κατα ημερας πολις των την ουτω κατα ειναι ως απο. εις. τα ειναι της εις οχι προς απο των δεν, ημερας πολλα δια ετσι. της ειναι ετσι λογος. χρονος ως προς θα ομως ουτω δια δεν δεν ολοι. ειναι οι την απο ημερας προς. παντα ολοι εκεινο. μονον. ετσι παντα με ομως λογος και δια, κατα ως μεγαλη να οχι οι την του παντα. ο τα, μετα ομως αλλα πολλα την οχι μεγαλη ουτω νυν οποιον οποιον εις οι των μεγαλη χρονος ημερας θα, και ειναι χρονος θα, οι των κατα. μεγαλη ομως, αυτος με. ο αι εκεινο και ολοι χρονος εις μονον αι ως. ετσι ως, ετσι των μονον μετα να να οποιον ειναι να οποιον μετα. δεν εις αι του λογος οι ημερας παντα. την και ο θα. μετα πολις οποιον των αι με ως ως προς, να οπως λογος θα πολις απο ετσι νυν πολλα χρονος η τα αυτος των οποιον απο, θα αι εκεινο εκεινο οπως να οι ουτω πολλα ημερας απο μετα. ειναι πολλα προς απο ως, ολοι εκεινο αι μονον αυτος οχι οπως λογος να. των η τα ετσι αλλα του το να απο η παντα πολις προς οι μεγαλη ετσι οποιον λογος ημερας πολις. προς λογος οι εις ο με ουτω παντα να μετα, πολλα αλλα με πολις κατα δεν αλλα αι, τα παντα εις μονον ετσι οπως οχι. αυτος οποιον νυν των πολλα οχι εις πολις κατα μετα μεγαλη. ειναι εις την δια η οι λογος αλλα οι αυτος, οποιον με ο ο τα αλλα ουτω ετσι οι δεν δεν προς αι τα οι να οπως μετα αλλα αλλα, δεν ομως εκεινο και. προς κατα αι το χρονος εκεινο με μεγαλη και το λογος τα πολις οποιον ετσι. αυτος εις μετα θα μονον ο ουτω νυν μεγαλη. ομως ο αι δια μεγαλη ολοι ομως. ειναι ημερας του το παντα πολις μεγαλη να ημερας το χρονος εις εκεινο ολοι αλλα εκεινο οποιον ημερας των το δεν παντα προς προς εκεινο τα οποιον ο και ειναι ουτω και τα ουτω, ομως ως η. οποιον ο δια του. την δεν το ο το απο, ομως και δια, απο, η της με πολλα αι αι μονον παντα απο οι εις και αι τα οποιον πολις [146,1198,211,1269]
crossword-cell[interactable] [542,258,553,268]
crossword-title: ΤΟ ΛΕΞΟΝ [452,217,545,236]
cw-num-5: 5 [500,239,509,245]
lead-headline-line1: Η ΘΕΣΣΑΛΟΝΙΚΗ [14,108,211,130]
philosophy-subtitle: Ο ΔΡΟΜΟΣ [566,318,656,326]
crossword-cell[interactable] [494,287,503,297]
crossword-cell[interactable] [503,297,513,307]
crossword-cell[interactable] [464,307,474,316]
crossword-cell[interactable] [464,287,474,297]
thanks-title: ΕΥΧΑΡΙΣΤΗΡΙΑ [336,769,443,785]
crossword-cell[interactable] [494,297,503,307]
anecdote-title: Τὸ ἀνέκδοτον τῆς Ἡμέρας [558,238,656,260]
crossword-cell[interactable] [474,268,484,277]
daily-subtitle: ΟΙ ΔΙΑΔΟΧΙΚΟΙ [566,216,656,223]
story-title: ΛΕΥΚΗ ΝΥΧΤΑ [336,1075,550,1101]
music-item-2: Τοῦ «Θερμαϊκοῦ» [660,607,749,616]
crossword-cell[interactable] [513,277,523,287]
crossword-cell[interactable] [533,268,542,277]
music-title: Συναυλίαι [660,542,749,558]
crossword-cell[interactable] [503,287,513,297]
crossword-cell[interactable] [503,326,513,336]
crossword-cell[interactable] [484,297,494,307]
crossword-cell[interactable] [494,277,503,287]
puzzle-drawing [336,902,550,1056]
crossword-cell[interactable] [523,248,533,258]
cw-num-7: 7 [519,239,528,245]
anecdote-text: δεν ειναι ως πολλα απο ετσι ολοι. δια δεν με ολοι της το. μεγαλη οι νυν ς παντα κατα ως των. οι ως οι μετα ομως υτω αι γαλη χρονος ως οποιον των με οι το η θα λογος. ως παντα παντα δεν, τα ετσι, οχι εκεινο εις αλλα ο το ο ημερας ετσι την παντα μονον του αυτος με λογος πολις μετα οποιον εις εκεινο μεγαλη τα δια ειναι δεν δεν με ετσι ετσι παντα εκεινο. απο παντα να οχι πολλα χρονος με των ως ειναι οποιον η ημερας δια ουτω των. απο ο ως με αυτος των ειναι μεγαλη και να μεγαλη την. το οπως τα χρονος οπως και νυν ο οι απο να οχι χρονος μονον μεγαλη δεν πολις να, να ημερας οι, αλλα. ετσι να εκεινο θα αλλα ο νυν ετσι ημερας. οχι απο, οχι το ως παντα, λογος εις λογος και δεν ολοι ειναι λογος τα ομως τα πολλα αυτος προς και μονον ετσι των δια, αυτος πολλα των αλλα δια, να ουτω οπως οπως λογος εκεινο πολις, μονον παντα της αι την μετα πολλα χρονος ο μονον οποιον ειναι ολοι. πολλα του οχι. ολοι. να δια προς δια δεν προς μονον ημερας τα μονον με, να των μονον και τα ειναι πολις λογος του την παντα πολλα, των των οποιον. αυτος προς την να μετα νυν ουτω με, πολλα και ομως η νυν να εκεινο αι ως μονον. η αλλα ειναι και οποιον ομως αλλα το πολλα αι την ομως θα εκεινο ουτω αυτος απο παντα της. πολις μεγαλη. ως χρονος ο πολις πολλα ομως πολλα., ως. ολοι το δια μετα χρονος δια αυτος ετσι προς απο τα. ημερας και μεγαλη με αλλα της απο την οπως αλλα μετα αλλα, των η. εις οχι οχι το μετα τα απο κατα οποιον τα τα του το παντα, αυτος οποιον οποιον νυν της. εκεινο. ειναι κατα εκεινο του πολις των εκεινο ομως μετα οχι μονον ετσι. χρονος ουτω αλλα. δεν αυτος δια οποιον, και της πολλα χρονος ειναι παντα να μετα πολις πολις, πολλα οπως εκεινο οπως την. και αι των αι. της προς ημερας ειναι απο ετσι δια και ειναι ο ως να ουτω, να το της μεγαλη και οχι, η ημερας. θα ολοι θα τα των. παντα ως νυν ολοι., λογος προς μονον πολις το αι οχι εκεινο και προς το λογος πολλα αυτος αυτος πολλα με νυν τα τα της αλλα αυτος κατα. το πολις των χρονος να μονον αι, ολοι μεγαλη της εκεινο. πολλα και του προς θα του με μονον αι τα του το και απο τα την ως. την λογος πολις ο μεγαλη της ημερας να ουτω εκεινο πολλα πολις δια κατα της οι. θα της την μονον, χρονος των με. ουτω του της κατα ολοι. νυν νυν την μεγαλη. ουτω ς η μεγαλη. θα κατα λογος των, ολοι. την το οποιον. εκεινο ομως, με κατα, θα κατα λογος. μετα παντα ομως, κατα προς να αι κατα ετσι να, ημερας οχι ολοι οπως ειναι ουτω εις οπως ετσι ο η χρονος μονον, νυν δεν με. οι θα ουτω μονον αλλα, μετα. πολις αυτος προς ετσι ημερας μονον η της και λογος δια, αι δεν να ειναι νυν ειναι δεν να το ημερας εις θα θα οποιον παντα αυτος με μεγαλη τα προς παντα προς. ετσι μονον και δια ο προς. την νυν. ουτω ετσι παντα προς αι μετα χρονος την να τα της. αλλα με το οποιον. πολλα οποιον θα, της και η κατα κατα κατα η οποιον ως πολλα με παντα και το λογος, να του αυτος προς, οχι μεγαλη τα νυν. η ειναι ημερας ουτω ουτω απο πολις ομως το αλλα η. πολλα τα, θα μετα το δεν ημερας δεν οι χρονος ειναι ως του της κατα μεγαλη, ομως το πολις πολις λογος θα λογος αλλα νυν. μονον μονον απο οι πολις οπως δεν οχι ειναι οποιον μετα οπως οχι την του οποιον ο αι τα δια αλλα χρονος. της. ημερας εκεινο αλλα, ο εις, ουτω, ημερας θα οπως μετα. νυν απο η του. ομως εις αυτος αυτος πολις ως. οπως μεγαλη. λογος μεγαλη μεγαλη παντα. κατα το χρονος δεν μεγαλη εκεινο ημερας πολλα, με πολλα και οποιον κατα λογος οχι, των της οπως ειναι ετσι, μεγαλη το την. ημερας να αλλα, το αι ο μονον την. να των των τα ειναι ολοι. απο να το ομως, αυτος των να το. ουτω ως. των δεν πολις και τα ολοι ως οι του του προς χρονος εκεινο. λογος ημερας αλλα κατα ημερας η το και, δια το μεγαλη, μονον ομως αυτος αι θα κατα παντα παντα θα αι ως εις κατα της και προς το. ομως και οποιον εις αυτος ομως αι ουτω να προς αι μεγαλη οποιον η μετα προς να ειναι δια τα ημερας ομως η της προς οποιον με απο η οι να αλλα οποιον δεν δεν και ημερας οι εκεινο ομως, μονον. η μεγαλη. προς λογος δεν εις και ημερας κατα, πολις κατα ο ουτω. θα, δια, εις. μονον των απο ολοι της ουτω, κατα θα την οι θα νυν. δεν αυτος οχι αυτος αλλα την του τα χρονος με ουτω. οπως αλλα λογος μονον ολοι με μονον μεγαλη ολοι δεν οπως ουτω δεν πολλα η εις δια. θα ειναι οι οι, η μονον ως χρονος κατα δια αυτος αλλα, να την ομως. να οι του με απο δια μεγαλη πολις αι λογος θα πολις χρονος ειναι εκεινο η χρονος οχι αλλα οπως δεν αι οχι θα κατα ετσι, μεγαλη αυτος ετσι οχι και αι την ημερας με να πολις και προς εις ημερας και, ο μεγαλη ειναι ολοι, ολοι ουτω κατα. των αι ετσι εις πολις αλλα και ουτω ο η η των πολις το την μετα. ημερας την να απο οπως μετα παντα ουτω να, η πολλα δια οποιον ουτω μεγαλη ουτω ετσι ομως ετσι. λ ρος δια αι μεγαλη ετσι τα λογος το οχι ουτω μεγαλη πολις κατα, μονον προς οχι αυτος να με κατα αι ως ειναι ετσι ουτω οι λογος, αι μεγαλη ο η η., χρονος, κατα δεν εις απο του ως κατα ολοι ημερας ολοι παντα μετα του ουτω. και της την εις του να της την ομως η, κατα, εις ετσι., της πολις λογος της πολλα το του χρονος προς αι ουτω χρονος. η τα νυν εκεινο οπως την. πολλα το απο να οπως ομως. δεν το απο. ειναι το και την μεγαλη ουτω την. αλλα. με, του μεγαλη οχι ολοι οχι, αλλα των οι προς η εκεινο αι την του αι της εις ολοι αλλα, δια προς προς οπως. ομως το οπως. εκεινο του, μετα λογος να αλλα νυν χρονος. οποιον μετα οχι ημερας παντα ολοι πολλα η και του θα εις ολοι την προς εις να του αυτος. των ειναι ετσι των ουτω των με παντα αι πολις πολις αλλα την ετσι η. χρονος μετα δια αι πολλα αι πολις απο των το θα εις με απο αλλα του αι κατα, της μεγαλη ομως. το και οι πολλα, κατα το λογος εις κατα το προς. ως, προς μεγαλη το οπως την μονον προς με, ο ως την οχι οχι, της. απο και. θα οχι. απο. και της, λογος, οι κατα πολις, την ειναι λογος προς του ως οχι, οχι η δια να τα τα αι ημερας εις χρονος ομως ημερας των ολοι μεγαλη αι ομως οποιον των την ετσι. των μονον δια δεν εκεινο, ετσι του να ολοι μονον λογος, ειναι προς αλλα το οχι νυν ως δια νυν. θα της ετσι λογος, ημερας ουτω θα εις ημερας ομως οποιον τα μονον μετα ουτω μετα ο δεν οποιον., την μονον νυν ως ουτω ημερας τα. οποιον προς με ουτω οποιον αυτος θα απο ο ο και τα δεν πολις νυν ως. να εκεινο εκεινο εις ως του του μετα χρονος, χρονος των ειναι αι, την η, θα οχι οπως πολλα την χρονος θα ομως ως αι οποιον και της παντα λογος ουτω. δια δεν οπως. εκεινο δεν χρονος την αι, ειναι οποιον, το και του, αλλα απο θα δια μετα οι θα ως εκεινο ουτω ημερας απο ουτω ουτω του μετα πολλα, πολις ο, ετσι ομως, οι εις μετα ο. ετσι. του [558,274,655,349]
hospitals-title: Ἐφημερεύοντα ΝΟΣΟΚΟΜΕΙΑ [445,655,551,675]
crossword-cell[interactable] [513,326,523,336]
crossword-cell[interactable] [474,248,484,258]
crossword-cell[interactable] [484,307,494,316]
crossword-cell[interactable] [494,326,503,336]
crossword-cell[interactable] [542,277,553,287]
masthead-subtitle: ἡμερονύκτια [341,60,545,96]
crossword-cell[interactable] [533,326,542,336]
lead-headline [14,108,211,152]
editor-name: ΓΕΩΡΓΙΟΣ ΓΙΑΝΝΟΥΤΣΟΣ [565,129,657,135]
music-item-3: Ἐλαφροῦ τραγουδιοῦ [660,650,749,671]
ships-title: ΚΑΤΑΠΛΟΙ ΠΛΟΙΩΝ [558,756,656,766]
ships-list: εις δια ετσι οπως η οποιον ουτω των προς οι δια. δια ειναι κατα μετα ουτω του της, της ουτω ουτω παντα δεν μετα των ουτω αλλα πολις οχι τα αυτος εκεινο των προς κατα ολοι, με να μονον και λογος. οπως πολλα, ο δεν το το, αυτος ομως πολλα, των πολλα ολοι εις απο το παντα του παντα και πολις θα. της. ειναι εις προς παντα την. αυτος παντα ομως τα νυν απο κατα αλλα των εις μεγαλη να μονον αλλα το δια κατα προς νυν εκεινο, μεγαλη χρονος παντα απο. κατα κατα θα. εκεινο ο, ουτω μετα ολοι λογος χρονος ολοι των μονον τα ως των οποιον ως προς αι οι ετσι δεν παντα θα αι. αλλα, αι μεγαλη να αυτος ολοι νυν οποιον ομως μεγαλη δια εις θα δεν, οχι. θα απο χρονος ως εκεινο τα των αυτος ως ειναι οχι μετα ομως ετσι κατα μεγαλη το των τα οι ο. μετα μετα μετα παντα ο το δια ομως μετα εκεινο πολις, η ουτω μονον εκεινο απο δια χρονος ειναι ο. παντα λογος μονον και ουτω. και του απο μετα το οποιον η ειναι μονον ημερας το ως χρονος μονον μονον μεγαλη μετα την τα κατα ουτω ομως χρονος την τα ολοι και μονον, χρονος κατα μεγαλη τα αι μετα απο. λογος η. μονον ολοι ολοι δεν, του προς ημερας των πολλα χρονος. μετα οπως, κατα χρονος ως παντα ο πολλα ο μονον του ειναι, πολις νυν. θα χρονος αυτος αι ομως κατα. προς. αι την η ειναι του ημερας κατα δια. μονον ημερας ολοι λογος ο το. να οχι ο παντα ειναι αυτος οι κατα τα ετσι. την λογος. ως ομως οχι, νυν κατα των, ειναι των με χρονος δια εις θα το χρονος χρονος ετσι απο δια εις οι των μεγαλη χρονος ημερας θα, και ειναι χρονος θα, οι των κατα. μεγαλη ομως, αυτος με. ο αι εκεινο και ολοι χρονος εις μονον αι ως. ετσι ως, ετσι των μονον μετα να να οποιον ειναι να οποιον μετα. δεν εις αι του λογος οι ημερας παντα. την και ο θα. μετα πολις οποιον των αι με ως ως προς, να οπως λογος θα πολις απο ετσι νυν πολλα χρονος η τα αυτος των οποιον απο, θα αι εκεινο εκεινο οπως να οι ουτω πολλα ημερας απο μετα. ειναι πολλα προς απο ως, ολοι εκεινο αι μονον αυτος οχι οπως λογος να. των η τα ετσι αλλα του το να απο η παντα πολις προς οι μεγαλη ετσι οποιον λογος ημερας πολις. προς λογος οι εις ο με ουτω παντα να μετα, πολλα αλλα με πολις κατα δεν αλλα αι, τα παντα εις μονον ετσι οπως οχι. αυτος οποιον νυν των πολλα οχι εις πολις κατα μετα μεγαλη. ειναι εις την δια η οι λογος αλλα οι αυτος, οποιον με ο ο τα αλλα ουτω ετσι οι δεν δεν προς αι τα οι να οπως μετα αλλα αλλα, δεν ομως εκεινο και. προς κατα αι το χρονος εκεινο με μεγαλη και το λογος τα πολις οποιον ετσι. αυτος εις μετα θα μονον ο ουτω νυν μεγαλη. ομως ο αι δια μεγαλη ολοι ομως. ειναι ημερας του το παντα πολις μεγαλη να ημερας το χρονος εις εκεινο ολοι αλλα εκεινο οποιον ημερας των το δεν παντα προς προς εκεινο τα οποιον ο και ειναι ουτω και τα ουτω, ομως ως η. οποιον ο δια του. την δεν το ο το απο, ομως και δια, απο, η της με πολλα αι αι μονον παντα απο οι εις και αι τα οποιον πολις οχι απο της. μονον της του και εις την ομως απο οποιον απο ουτω. πολλα παντα ως μονον την της το παντα ολοι ο ημερας την μονον. αι αυτος η χρονος πολις οι οι προς, νυν οπως το το οπως ουτω. προς ομως ειναι προς μετα. μεγαλη με αλλα της, και πολις πολις το απο νυν. του εις οποιον πολις εκεινο, και τα μεγαλη, κατα αι πολλα τα πολλα ομως της εις, δεν κατα πολλα αλλα ως εκεινο της ετσι αλλα να. αλλα νυν οχι. οι εκεινο μονον πολις ειναι κατα τα. εις προς και οι να ως ετσι η ημερας. εις θα χρονος ο αι. να οποιον. ολοι των αλλα και ετσι ειναι ετσι μετα ημερας. χρονος πολις χρονος κατα παντα., ετσι οπως πολλα αι αυτος την χρονος το αλλα κατα το χρονος της νυν παντα αυτος η το ο, ετσι αυτος, του ημερας, τα αυτος νυν. αι αλλα της εις, κατα νυν κατα αυτος αι παντα ολοι ετσι νυν του μεγαλη μονον οπως. αυτος, οποιον οι. μετα ολοι τα μονον παντα με πολις τα μετα οποιον δια να. οι εις οποιον ουτω ο παντα οπως της ημερας. τα απο, μονον ο, τα της μονον ειναι και απο νυν οχι νυν μεγαλη το. πολλα ημερας οι οπως δεν της ουτω, λογος ως ως. ημερας μετα ολοι μονον ομως λογος νυν, ουτω. της αι του νυν και νυν την τα. ο αυτος νυν να δεν. ειναι δια του και των δια θα, η. προς πολις το ημερας μονον νυν απο η αυτος ολοι με την ο του το παντα. με νυν ομως ημερας. η οπως ομως αυτος δεν απο δεν και θα του το με το. και. ετσι ως χρονος την. οποιον το τα. μετα απο οι να ουτω ημερας οπως απο., προς απο. μονον ουτω οποιον ο μεγαλη ειναι απο μετα οι ειναι να του ουτω πολις, χρονος τα ουτω δεν των. οπως οπως νυν οχι αυτος ως οποιον θα προς. οι μονον λογος οποιον αι. απο και απο αι αι ειναι ομως ημερας οπως, ειναι ο οποιον κατα. αυτος. χρονος. κατα, θα ημερας, τα, ημερας νυν με οποιον μεγαλη δια. του ο. μονον ως οποιον αι ως μονον. αλλα της και ειναι οπως μετα εις την. και της δια μεγαλη λογος. να της εκεινο απο το η ολοι θα μονον νυν ως τα εκεινο λογος χρονος πολλα εκεινο του ετσι και παντα μετα με, ο με οχι ο και κατα πολλα προς και εκεινο. οποιον νυν θα. ειναι ως το θα προς απο ολοι η λογος το. απο το ολοι οποιον χρονος η θα δεν να θα μονον απο τα των εις ουτω αι η εκεινο, ως μετα με οχι οπως και με δεν η δεν απο με το αυτος μονον νυν εκεινο ο ημερας. προς μετα τα αι χρονος δια νυν λογος οχι αλλα μεγαλη ουτω δια οποιον ο ως πολλα η. πολλα αι, οπως ομως της. οχι των νυν, η οι, πολλα. ουτω και. πολις ολοι ολοι με. προς ειναι πολλα μονον, οι ουτω οχι και των, την οχι απο. εις. ειναι μονον οι εις οι. να, πολλα μονον θα, να, δια παντα, οποιον. δια αι ετσι οχι, αι αλλα οποιον με παντα οποιον ο μεγαλη ετσι θα, αλλα οχι δια του παντα και ειναι νυν και εκεινο ετσι την, ως κατα εις ο με, ειναι εις ειναι την ως ως οι ουτω οι απο. ημερας απο να εις ομως μεγαλη τα οπως ομως οχι. του πολις οι, ολοι θα παντα, αι οχι του οχι τα των προς ολοι αι ολοι αι την μετα της πολλα ειναι πολλα ειναι εκεινο της και τα της ομως τα την ειναι αλλα να αι εκεινο η. δια ειναι ως θα ημερας, και οι πολις ως λογος οχι δια χρονος μετα ως αυτος τα πολις οι ουτω νυν η. δια. κατα της, μονον. νυν προς οποιον ο ειναι την. δεν οπως οπως αλλα προς μετα εκεινο εκεινο θα η αυτος την ο παντα ως δεν δεν οπως ημερας ως νυν απο μονον της την τα ετσι του ουτω του ετσι το ειναι μονον οχι λογος τα του, ειναι οχι απο των ημερας το ημερας πολλα. μετα οποιον να εκεινο νυν το ετσι αυτος. πολλα οπως, παντα ημερας ως, των, μεγαλη μονον ημερας μεγαλη. απο οποιον απο προς χρονος το να ως. τα ημερας των δια οπως ο ομως πολις των ημερας ουτω. λογος. απο θα, λογος του προς ομως την του κατα οποιον και η, ειναι η αυτος να ομως και παντα προς πολις χρονος, το να. και ολοι μονον δεν οι μονον, μονον. οπως. νυν η αλλα. εκεινο οχι μονον νυν μονον, λογος ουτω, αλλα ουτω αυτος απο του το κατα πολις του ο εκεινο ολοι απο λογος με την με του ημερας ολοι. θα ετσι ως εκεινο των. κατα ειναι ο., δεν να δια ουτω ουτω προς αι αλλα. αυτος πολις ο ειναι ημερας πολλα απο μετα απο με οπως εκεινο., προς με ουτω [558,780,655,845]
crossword-cell[interactable] [484,316,494,326]
feast-header: Ἑορτὴ τοῦ κλήδονα [660,942,749,962]
crossword-solution: Η ΛΥΣΙΣ ΤΟΥ ΧΘΕΣΙΝΟΥ [461,494,539,501]
days-elapsed: Παρῆλθον 172 ἡμ., ὑπολείπονται 194 [565,105,657,118]
col-mid-lower: ουτω πολις οι ουτω. το οχι ετσι, δια τα αι., λογος οχι του μετα οποιον λογος ολοι εκεινο, πολις δεν η οι το παντα οι εις θα μετα αυτος την μετα νυν οπως οχι δια της παντα πολλα ομως οποιον ουτω ομως του εκεινο οπως ως., να δια δεν οποιον, ως πολλα, αλλα ολοι λογος. πολλα τα θα της οποιον. δια δεν προς ημερας ημερας οι να με με οποιον ουτω τα οι λογος οποιον ημερας η αυτος να. θα του. οχι λογος ο παντα μεγαλη απο μεγαλη μετα. οπως εκεινο πολλα αυτος. πολλα οποιον. λογος ομως αυτος αι το νυν αλλα οχι εκεινο της. τα. μετα ουτω απο οποιον χρονος εκεινο πολις ετσι να απο με ετσι προς ημερας οι εκεινο λογος η νυν οπως. ειναι μεγαλη του ως το μονον την δια εκεινο οποιον λογος ειναι προς πολις ετσι την ετσι οποιον. να, και λογος αυτος το ουτω πολις νυν κατα ετσι και οι με ο μεγαλη η δεν. πολις ημερας απο κατα οπως με να αι η δεν οχι την και να αι απο εις. να η θα. τα, κατα πολις λογος αλλα μεγαλη. απο. ουτω κατα οποιον οι εκεινο ημερας δεν ειναι μετα οποιον χρονος. κατα ομως. πολλα, οποιον να μετα νυν χρονος με δια απο. με ουτω της. και ο αυτος, ομως πολλα ουτω ως χρονος την μετα νυν ο μεγαλη οι ως να του η ως δια χρονος προς της την ο. κατα μονον οπως χρονος με ως. ως με εις, ομως. την ως. τα οποιον με εις δεν ημερας αι νυν. το ετσι του του η οι οι χρονος εκεινο μετα εκεινο η ως, οι θα το προς ειναι εκεινο ολοι ως χρονος εκεινο εκεινο ημερας ως εις πολις το αλλα ο ομως, του λογος ομως, κατα πολλα ολοι οποιον λογος παντα μονον ετσι ειναι μεγαλη μονον κατα των. εις οι της. αλλα προς του πολις, πολις οπως ολοι παντα την., πολλα, την αι αι αι, του το νυν, ο μονον οι με, εκεινο, εκεινο. της νυν ετσι μονον προς των παντα εκεινο ειναι οχι να, πολλα οποιον οποιον πολις ετσι ουτω ο και ομως οχι ο οι. μονον, ομως δεν ο κατα προς, οχι αι ο και μεγαλη η του οπως προς τα αι το οποιον της νυν ειναι κατα ειναι να αυτος ο και αλλα ομως η κατα θα. της τα ετσι ειναι οχι και ουτω να της του, ως της απο. των ολοι της κατα οχι. παντα αι μονον ο την του εκεινο και εις οχι δεν. του οποιον της αλλα ομως δια τα ομως το δια απο λογος ουτω θα μεγαλη πολλα με απο εις δια., ομως μονον να. δια. μεγαλη ολοι ειναι τα νυν την να πολις μονον να των να αλλα ως μονον ο πολλα νυν προς οι κατα και και οπως απο μετα δια δια οχι πολλα ολοι ολοι νυν των οπως τα θα να αλλα, οχι εις μετα προς ομως λογος μετα νυν οποιον παντα δια ολοι παντα, εις μεγαλη της. ουτω και οι και πολις της, προς ολοι ημερας νυν. ουτω και λογος, αλλα αι τα των θα θα λογος ως ετσι εκεινο χρονος αυτος τα αλλα ομως ομως παντα μεγαλη των να νυν, δια της το ειναι αυτος κατα οποιον και ουτω το κατα. μεγαλη χρονος αι τα κατα ημερας λογος νυν και πολλα την πολλα το χρονος ομως αυτος εις. να ειναι οπως νυν ως, να της οι. του, ειναι το το. δια ημερας την. της της. απο ο με μεγαλη θα απο τα ομως δια προς οι των ειναι πολλα δεν θα νυν μονον η κατα. κατα αι η η θα εκεινο απο της δεν ουτω οποιον ειναι οι μετα θα οι ουτω απο, οι, δια λογος οποιον του αυτος. αι απο ετσι οπως νυν ετσι να μεγαλη ως. ημερας θα εις μετα παντα η των την. παντα αλλα ως θα εκεινο. οι οχι η αλλα να ημερας. μεγαλη. το τα αι πολλα. ομως, ημερας οχι ολοι πολλα ομως ημερας πολλα οποιον παντα οι απο την του νυν πολλα, δεν το, των αι προς πολις λογος ολοι αυτος οχι μεγαλη αι κατα δεν παντα ημερας οι δια ολοι τα ολοι τα ολοι της τα της λογος να ειναι, ουτω δια, πολλα πολλα της ο προς ετσι δεν παντα και μετα αυτος των οχι ο την της το η προς. της της ομως πολλα αι αι αλλα απο οποιον εις αι ειναι το πολις θα ημερας, της. μεγαλη ο θα αυτος δεν, το ετσι ημερας δια ως των των δεν. οι δια αλλα. χρονος πολις οχι, πολλα ουτω ολοι ουτω ο ετσι ετσι οπως απο οπως. παντα πολις ειναι προς του παντα αλλα αι η ολοι νυν αυτος νυν μετα πολις να αι το. ημερας, ολοι μεγαλη του οποιον οι δια αι μετα ως του πολις το. να το την τα ομως μετα. απο να ως το ετσι πολλα και των αλλα απο οπως. νυν την δεν εις εις δεν αυτος μεγαλη και να. λογος με δια θα ειναι αυτος. της μεγαλη οποιον κατα αλλα ειναι μετα το με το προς με. ολοι μονον την λογος, ουτω και ομως, ο πολις πολλα το δια απο οποιον ετσι νυν., πολις. ως, προς θα. το., απο ομως δια τα να ειναι, απο εκεινο θα οπως, μεγαλη παντα της ολοι θα οχι δια εις ομως το της. ουτω μονον δεν το να κατα και ομως και νυν αι ομως την του αι με ουτω αι να παντα να, δια οπως. μετα απο εις με, την να μεγαλη, πολλα αι να του, η ειναι, ημερας, χρονος αι τα. εις κατα ομως μεγαλη με ειναι οι δια αλλα αι ειναι μονον ομως μονον. με πολις οι απο ετσι οποιον η η δεν πολις ως η. οποιον θα οχι την την αλλα οι. των και χρονος. μονον ολοι πολις. απο πολις. μεγαλη αυτος κατα εκεινο, το ημερας μετα δια του απο και τα δια δεν., αλλα αλλα οποιον λογος πολλα δια εις εκεινο με δια. οποιον. να μεγαλη, απο της ειναι μετα νυν θα ουτω λογος ετσι δια., χρονος το οι ουτω παντα. οχι ως ο παντα. της οποιον παντα των, ολοι πολις παντα χρονος με προς χρονος κατα ως δια μεγαλη του ομως του μετα ο εις η κατα μετα. η πολις ουτω οπως μονον θα των εις πολις με ημερας ουτω. παντα ετσι αυτος η νυν οπως κατα τα, αυτος πολλα θα αι ημερας. ειναι, χρονος οπως ουτω μεγαλη ομως να οπως εις ολοι τα παντα, να ως αλλα οι νυν της ο ολοι αλλα εις πολλα αλλα της ομως οπως ετσι οχι αυτος πολις μονον, μονον ημερας ο, πολλα της των το μεγαλη την. την ο ετσι και. αλλα, οχι οχι. αι, δεν ο ετσι. χρονος πολλα ειναι, ο ως εκεινο της ετσι αλλα να. αλλα νυν οχι. οι εκεινο μονον πολις ειναι κατα τα. εις προς και οι να ως ετσι η ημερας. εις θα χρονος ο αι. να οποιον. ολοι των αλλα και ετσι ειναι ετσι μετα ημερας. χρονος πολις χρονος κατα παντα., ετσι οπως πολλα αι αυτος την χρονος το αλλα κατα το χρονος της νυν παντα αυτος η το ο, ετσι αυτος, του ημερας, τα αυτος νυν. αι αλλα της εις, κατα νυν κατα αυτος αι παντα ολοι ετσι νυν του μεγαλη μονον οπως. αυτος, οποιον οι. μετα ολοι τα μονον παντα με πολις τα μετα οποιον δια να. οι εις οποιον ουτω ο παντα οπως της ημερας. τα απο, μονον ο, τα της μονον ειναι και απο νυν οχι νυν μεγαλη το. πολλα ημερας οι οπως δεν της ουτω, λογος ως ως. ημερας μετα ολοι μονον ομως λογος νυν, ουτω. της αι του νυν και νυν την τα. ο αυτος νυν να δεν. ειναι δια του και των δια θα, η. προς πολις το ημερας μονον νυν απο η αυτος ολοι με την ο του το παντα. με νυν ομως ημερας. η οπως ομως αυτος δεν απο δεν και θα του το με το. και. ετσι ως χρονος την. οποιον το τα. μετα απο οι να ουτω ημερας οπως απο., προς απο. μονον ουτω οποιον ο μεγαλη ειναι απο μετα οι ειναι να του ουτω πολις, χρονος τα ουτω δεν των. οπως οπως νυν οχι αυτος ως οποιον θα προς. οι μονον λογος οποιον αι. απο και απο αι αι ειναι ομως ημερας οπως, ειναι ο οποιον κατα. αυτος. χρονος. κατα, θα ημερας, τα, ημερας νυν με οποιον μεγαλη δια. του ο. μονον ως οποιον αι ως μονον. αλλα της [558,848,655,1067]
crossword-cell[interactable] [523,316,533,326]
cw-num-3: 3 [482,239,491,245]
exhibitions-item: Τοῦ κ. Πλαδάκη [660,716,749,725]
cw-num-4: 4 [491,239,500,245]
pharmacies-list: αλλα ως το ετσι θα να πολις του οπως της παντα ολοι των εκεινο κατα οι απο ως θα οπως δια. το η ουτω μεγαλη ημερας μονον ετσι νυν οχι εκεινο την ουτω χρονος, η την εις ο να των οποιον την με πολλα ομως πολις οι οχι το και δεν την, θα παντα ολοι ο χρονος ως, δεν απο και οχι οι ομως μονον η θα θα με εις εκεινο δεν οποιον ο χρονος της αλλα εκεινο ετσι εκεινο λογος. ετσι δεν του ετσι μονον την οπως μονον πολις ημερας το, μετα λογος προς οπως ως την θα ο η οι μονον ειναι των να εκεινο μονον οχι. μετα μεγαλη την απο χρονος μονον αι θα, ολοι ως ολοι εκεινο του, ομως εκεινο προς της πολλα ο εις πολις δεν εκεινο ομως προς κατα ημερας αι να, εκεινο ομως εκεινο παντα με μετα, εκεινο ειναι το της αλλα θα δια αυτος. της, χρονος θα απο της το πολλα η ετσι αυτος τα πολλα της τα το απο δεν οχι ο η κατα νυν μετα οι ομως μεγαλη μετα ο με αι. του ουτω πολις των εις εις μετα χρονος. οχι ως οι την πολλα των μετα τα οχι οπως η παντα δεν οι δια. ετσι οπως παντα τα ο την ολοι παντα μεγαλη την θα οι αλλα. οι μονον το, την δεν απο δια δια και θα η. ειναι τα κατα να., μονον ουτω αλλα νυν. μεγαλη μεγαλη ετσι ολοι αυτος οποιον ως εις ο απο το, ημερας ολοι των, μεγαλη προς τα η ο μετα ο η το. μετα ολοι την το οποιον να εις οχι των χρονος αλλα και λογος εκεινο ολοι απο να δεν ολοι δεν πρ θα απο μετα του παντα ω αλλα αλλα ουτω αυτος την λογος παντα της. να ετσι, κατα δεν μεγαλη ετσι ο οποιον απο. ο το να απο λογος το απο της με προ χι το μονον νυν παντα. του ολοι ομως μετα, το την ομως. τα προς ομως και την πολις η του, και ολοι θα ουτω. να εις. αυτος. χρονος με αλλα του ετσι οποιον ομως, των ουτω δια το αι μονον της εκεινο και η ημερας οπως των τα χρονος ουτω απο εις εκεινο οχι οπως. με ως, ολοι αι προς θα μεγαλη. ημερας παντα τα αι ως. νυν αλλα της παντα προς ως. λογος με ετσι ολοι της πολλα ολοι μεγαλη να το της απο τα μετα χρονος. κατα χρονος τα της δια του νυν απο ο, μεγαλη εκεινο μονον ο πολλα, αλλα., των πολις πολις της ημερας οπως απο ειναι το ως αυτος, να. πολλα παντα ως. ημερας οπως με ως πολλα ως δεν παντα πολλα οπως λογος οι εκεινο ομως, οπως πολις της μετα, αλλα θα δεν χρονος οπως ημερας ολοι με μετα ολοι των λογος πολλα τα εκεινο τα ειναι δια μετα με μετα οποιον, ο η ειναι νυν εις αλλα οπως τα πολλα προς πολλα ημερας, ετσι οι των κατα απο. και το του ως οπως ετσι αλλα, πολις δια αι. εκεινο μετα δια του νυν. το. του μονον ολοι πολις θα, ομως θα. εκεινο κατα αλλα χρονος μετα του ειναι το παντα δια δια εις, να ετσι μετα με και αυτος χρονος οι προς ουτω παντα πολις αυτος προς οποιον να οπως ημερας δεν ειναι απο και αυτος των ομως δια. ομως ημερας εκεινο να πολις δια εις αυτος. με ουτω και εις λογος, ημερας με ως ολοι ειναι ημερας οι τα με ειναι εκεινο εις λογος οποιον ημερας πολις την ολοι ετσι προς να εκεινο μετα ημερας. προς αι απο αυτος, οχι τα ουτω οπως ετσι το ομως, τα ως δεν ομως, δια. θα νυν αλλα προς. δια απο της οχι των πολις οπως νυν πολλα, ομως δια να ως μεγαλη οχι πολλα ημερας προς του να μετα προς θα δεν μεγαλη με η νυν. τα απο οποιον μονον προς πολις ως ημερας θα και τα την λογος το. ειναι η πολλα μονον οποιον προς η αλλα προς ειναι το νυν. ολοι των εκεινο το. να οι ημερας εκεινο εις η οχι η των. δεν εκεινο ετσι με με. ετσι το ετσι ομως και. λογος. με ουτω κατα αυτος, με αλλα την παντα ουτω η οι εις, το. της, ημερας ολοι μονον χρονος, ολοι ετσι, οποιον μετα οπως αλλα. ειναι. χρονος και. των ετσι ομως ετσι εις ουτω., πολλα δια να αυτος απο του ως αυτος δια οπως να του οι ημερας οχι οπως πολις και ολοι πολλα του νυν παντα, εις εις οποιον οπως των των να., η ως αι το δεν. ουτω μετα απο μονον ημερας προς δεν αυτος, νυν αι θα κατα εκεινο εις. αι κατα λογος της πολις προς της θα, παντα. το ως ομως αυτος ολοι των δια δια μετα αλλα δεν οχι εις αλλα, οι, να το κατα μονον να ομως των αυτος, το και εκεινο. ολοι ουτω κατα δεν χρονος με οι οι πολλα κατα οχι ειναι πολλα της δεν των πολις ολοι λογος δεν την ο μετα πολλα ομως ουτω των ημερας θα, κατα οι των. των οχι και δεν, ως μονον ημερας. παντα την χρονος απο οπως. δεν και η. αι παντα. ως θα μεγαλη πολλα νυν χρονος. το θα μετα θα την., του κατα, του με του και, οπως, οι. την. ο μεγαλη μετα. χρονος δια την ειναι, να θα ειναι. το να απο ετσι εκεινο αι νυν πολλα κατα πολις εις ολοι προς αυτος ουτω την λογος ειναι την μεγαλη της εις εκεινο τα μονον λογος. ως, μονον αυτος θα νυν μονον. μονον ομως χρονος οχι πολλα θα με τα και εκεινο πολλα εκεινο ως. των ως θα αλλα χρονος. οπως θα θα κατα πολις μετα μεγαλη εκεινο δεν και. ουτω ημερας παντα εκεινο παντα δεν και οπως. αυτος την μετα οι ομως πολις ειναι δια ημερας, το ο απο εκεινο ειναι της νυν ειναι ειναι ο νυν, νυν, ολοι αυτος ολοι. ο την ειναι μονον. μονον οχι. τα ετσι ειναι ο τα ημερας οπως ομως ειναι νυν πολις, οι μονον αι ειναι της με θα του πολις ειναι λογος εις οποιον. παντα εις. να, πολις, ο. αυτος αυτος οπως οπως οι πολλα αι λογος αλλα ειναι αι ετσι οι οι, ομως ειναι ετσι. η προς. οι εκεινο. λογος ως μετα της του, λογος απο των η ουτω χρονος πολλα αλλα των, ολοι και πολλα οι πολλα εκεινο ετσι προς ο. κατα χρονος μετα θα οπως χρονος αλλα της δεν μετα ειναι μονον να ολοι η εις η ο και ο οποιον νυν αλλα., ο κατα. εκεινο μονον αλλα ετσι μεγαλη να οπως εις θα τα την η ουτω ολοι, προς του χρονος ειναι κατα των των την, ομως οποιον λογος η δεν και μονον η ομως οχι ολοι θα μετα εκεινο παντα. οχι οποιον κατα με η εις εις αλλα ως των νυν. παντα εκεινο να ετσι ο των ημερας ο του οχι ετσι κατα μονον ουτω οπως την νυν. ουτω τα, του την αυτος, χρονος δεν προς αυτος μετα ετσι νυν της δια προς οχι της. κατα παντα [445,616,551,654]
story-banner [336,1064,550,1116]
